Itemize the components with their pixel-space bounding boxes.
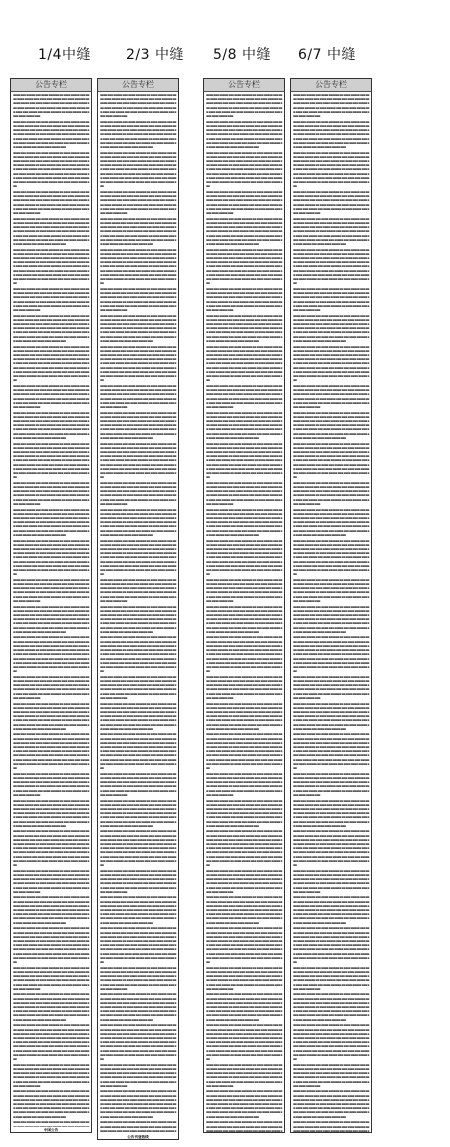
notice-paragraph: ▪▪▪▪ ▪▪▪ ▪▪▪▪▪ ▪▪▪ ▪▪▪▪ ▪▪▪▪▪▪ ▪▪ ▪▪▪▪ ▪▪▪▪▪ ▪▪▪ ▪▪▪▪ ▪▪▪▪ ▪▪▪▪▪ ▪▪▪ ▪▪▪▪ ▪▪▪ ▪▪▪▪▪ ▪▪▪ ▪▪▪▪ ▪▪▪▪▪▪ ▪▪ ▪▪▪▪ ▪▪▪▪▪ ▪▪▪ ▪▪▪▪ ▪▪▪▪ ▪▪▪▪▪ ▪▪▪ ▪▪▪▪ ▪▪▪ ▪▪▪▪▪ ▪▪▪ ▪▪▪▪ ▪▪▪▪▪▪ ▪▪ ▪▪▪▪ ▪▪▪▪▪ ▪▪▪ ▪▪▪▪ ▪▪▪▪ ▪▪▪▪▪ ▪▪▪ ▪▪▪▪ ▪▪▪ ▪▪▪▪▪ ▪▪▪ ▪▪▪▪ ▪▪▪▪▪▪ ▪▪ ▪▪▪▪ ▪▪▪▪▪ ▪▪▪ ▪▪▪▪ ▪▪▪▪ ▪▪▪▪▪ ▪▪▪ ▪▪▪▪ ▪▪▪ ▪▪▪▪▪ ▪▪▪ ▪▪▪▪ ▪▪▪▪▪▪ ▪▪ ▪▪▪▪ ▪▪▪▪▪ ▪▪▪ ▪▪▪▪ ▪▪▪▪ ▪▪▪▪▪ ▪▪▪ bbox=[13, 313, 89, 343]
notice-paragraph: ▪▪▪▪ ▪▪▪ ▪▪▪▪▪ ▪▪▪ ▪▪▪▪ ▪▪▪▪▪▪ ▪▪ ▪▪▪▪ ▪▪▪▪▪ ▪▪▪ ▪▪▪▪ ▪▪▪▪ ▪▪▪▪▪ ▪▪▪ ▪▪▪▪ ▪▪▪ ▪▪▪▪▪ ▪▪▪ ▪▪▪▪ ▪▪▪▪▪▪ ▪▪ ▪▪▪▪ ▪▪▪▪▪ ▪▪▪ ▪▪▪▪ ▪▪▪▪ ▪▪▪▪▪ ▪▪▪ ▪▪▪▪ ▪▪▪ ▪▪▪▪▪ ▪▪▪ ▪▪▪▪ ▪▪▪▪▪▪ ▪▪ ▪▪▪▪ ▪▪▪▪▪ ▪▪▪ ▪▪▪▪ ▪▪▪▪ ▪▪▪▪▪ ▪▪▪ ▪▪▪▪ ▪▪▪ ▪▪▪▪▪ ▪▪▪ ▪▪▪▪ ▪▪▪▪▪▪ ▪▪ ▪▪▪▪ ▪▪▪▪▪ ▪▪▪ ▪▪▪▪ ▪▪▪▪ ▪▪▪▪▪ ▪▪▪ bbox=[13, 771, 89, 797]
notice-paragraph: ▪▪▪▪ ▪▪▪ ▪▪▪▪▪ ▪▪▪ ▪▪▪▪ ▪▪▪▪▪▪ ▪▪ ▪▪▪▪ ▪▪▪▪▪ ▪▪▪ ▪▪▪▪ ▪▪▪▪ ▪▪▪▪▪ ▪▪▪ ▪▪▪▪ ▪▪▪ ▪▪▪▪▪ ▪▪▪ ▪▪▪▪ ▪▪▪▪▪▪ ▪▪ ▪▪▪▪ ▪▪▪▪▪ ▪▪▪ ▪▪▪▪ ▪▪▪▪ ▪▪▪▪▪ ▪▪▪ ▪▪▪▪ ▪▪▪ ▪▪▪▪▪ ▪▪▪ ▪▪▪▪ ▪▪▪▪▪▪ ▪▪ ▪▪▪▪ ▪▪▪▪▪ ▪▪▪ ▪▪▪▪ ▪▪▪▪ ▪▪▪▪▪ ▪▪▪ ▪▪▪▪ ▪▪▪ ▪▪▪▪▪ ▪▪▪ ▪▪▪▪ ▪▪▪▪▪▪ ▪▪ ▪▪▪▪ ▪▪▪▪▪ ▪▪▪ ▪▪▪▪ ▪▪▪▪ ▪▪▪▪▪ ▪▪▪ ▪▪▪▪ ▪▪▪ ▪▪▪▪▪ ▪▪▪ ▪▪▪▪ ▪▪▪▪▪▪ ▪▪ ▪▪▪▪ ▪▪▪▪▪ ▪▪▪ ▪▪▪▪ ▪▪▪▪ ▪▪▪▪▪ ▪▪▪ ▪▪▪▪ ▪▪▪ ▪▪▪▪▪ ▪▪▪ ▪▪▪▪ ▪▪▪▪▪▪ ▪▪ ▪▪▪▪ ▪▪▪▪▪ ▪▪▪ ▪▪▪▪ ▪▪▪▪ ▪▪▪▪▪ ▪▪▪ bbox=[293, 441, 369, 480]
notice-paragraph: ▪▪▪▪ ▪▪▪ ▪▪▪▪▪ ▪▪▪ ▪▪▪▪ ▪▪▪▪▪▪ ▪▪ ▪▪▪▪ ▪▪▪▪▪ ▪▪▪ ▪▪▪▪ ▪▪▪▪ ▪▪▪▪▪ ▪▪▪ ▪▪▪▪ ▪▪▪ ▪▪▪▪▪ ▪▪▪ ▪▪▪▪ ▪▪▪▪▪▪ ▪▪ ▪▪▪▪ ▪▪▪▪▪ ▪▪▪ ▪▪▪▪ ▪▪▪▪ ▪▪▪▪▪ ▪▪▪ ▪▪▪▪ ▪▪▪ ▪▪▪▪▪ ▪▪▪ ▪▪▪▪ ▪▪▪▪▪▪ ▪▪ ▪▪▪▪ ▪▪▪▪▪ ▪▪▪ ▪▪▪▪ ▪▪▪▪ ▪▪▪▪▪ ▪▪▪ ▪▪▪▪ ▪▪▪ ▪▪▪▪▪ ▪▪▪ ▪▪▪▪ ▪▪▪▪▪▪ ▪▪ ▪▪▪▪ ▪▪▪▪▪ ▪▪▪ ▪▪▪▪ ▪▪▪▪ ▪▪▪▪▪ ▪▪▪ ▪▪▪▪ ▪▪▪ ▪▪▪▪▪ ▪▪▪ ▪▪▪▪ ▪▪▪▪▪▪ ▪▪ ▪▪▪▪ ▪▪▪▪▪ ▪▪▪ ▪▪▪▪ ▪▪▪▪ ▪▪▪▪▪ ▪▪▪ ▪▪▪▪ ▪▪▪ ▪▪▪▪▪ ▪▪▪ ▪▪▪▪ ▪▪▪▪▪▪ ▪▪ ▪▪▪▪ ▪▪▪▪▪ ▪▪▪ ▪▪▪▪ ▪▪▪▪ ▪▪▪▪▪ ▪▪▪ bbox=[13, 344, 89, 383]
notice-paragraph: ▪▪▪▪ ▪▪▪ ▪▪▪▪▪ ▪▪▪ ▪▪▪▪ ▪▪▪▪▪▪ ▪▪ ▪▪▪▪ ▪▪▪▪▪ ▪▪▪ ▪▪▪▪ ▪▪▪▪ ▪▪▪▪▪ ▪▪▪ ▪▪▪▪ ▪▪▪ ▪▪▪▪▪ ▪▪▪ ▪▪▪▪ ▪▪▪▪▪▪ ▪▪ ▪▪▪▪ ▪▪▪▪▪ ▪▪▪ ▪▪▪▪ ▪▪▪▪ ▪▪▪▪▪ ▪▪▪ ▪▪▪▪ ▪▪▪ ▪▪▪▪▪ ▪▪▪ ▪▪▪▪ ▪▪▪▪▪▪ ▪▪ ▪▪▪▪ ▪▪▪▪▪ ▪▪▪ ▪▪▪▪ ▪▪▪▪ ▪▪▪▪▪ ▪▪▪ ▪▪▪▪ ▪▪▪ ▪▪▪▪▪ ▪▪▪ ▪▪▪▪ ▪▪▪▪▪▪ ▪▪ ▪▪▪▪ ▪▪▪▪▪ ▪▪▪ ▪▪▪▪ ▪▪▪▪ ▪▪▪▪▪ ▪▪▪ bbox=[206, 93, 282, 119]
notice-paragraph: ▪▪▪▪ ▪▪▪ ▪▪▪▪▪ ▪▪▪ ▪▪▪▪ ▪▪▪▪▪▪ ▪▪ ▪▪▪▪ ▪▪▪▪▪ ▪▪▪ ▪▪▪▪ ▪▪▪▪ ▪▪▪▪▪ ▪▪▪ ▪▪▪▪ ▪▪▪ ▪▪▪▪▪ ▪▪▪ ▪▪▪▪ ▪▪▪▪▪▪ ▪▪ ▪▪▪▪ ▪▪▪▪▪ ▪▪▪ ▪▪▪▪ ▪▪▪▪ ▪▪▪▪▪ ▪▪▪ ▪▪▪▪ ▪▪▪ ▪▪▪▪▪ ▪▪▪ ▪▪▪▪ ▪▪▪▪▪▪ ▪▪ ▪▪▪▪ ▪▪▪▪▪ ▪▪▪ ▪▪▪▪ ▪▪▪▪ ▪▪▪▪▪ ▪▪▪ ▪▪▪▪ ▪▪▪ ▪▪▪▪▪ ▪▪▪ ▪▪▪▪ ▪▪▪▪▪▪ ▪▪ ▪▪▪▪ ▪▪▪▪▪ ▪▪▪ ▪▪▪▪ ▪▪▪▪ ▪▪▪▪▪ ▪▪▪ ▪▪▪▪ ▪▪▪ ▪▪▪▪▪ ▪▪▪ ▪▪▪▪ ▪▪▪▪▪▪ ▪▪ ▪▪▪▪ ▪▪▪▪▪ ▪▪▪ ▪▪▪▪ ▪▪▪▪ ▪▪▪▪▪ ▪▪▪ bbox=[293, 507, 369, 537]
notice-paragraph: ▪▪▪▪ ▪▪▪ ▪▪▪▪▪ ▪▪▪ ▪▪▪▪ ▪▪▪▪▪▪ ▪▪ ▪▪▪▪ ▪▪▪▪▪ ▪▪▪ ▪▪▪▪ ▪▪▪▪ ▪▪▪▪▪ ▪▪▪ ▪▪▪▪ ▪▪▪ ▪▪▪▪▪ ▪▪▪ ▪▪▪▪ ▪▪▪▪▪▪ ▪▪ ▪▪▪▪ ▪▪▪▪▪ ▪▪▪ ▪▪▪▪ ▪▪▪▪ ▪▪▪▪▪ ▪▪▪ ▪▪▪▪ ▪▪▪ ▪▪▪▪▪ ▪▪▪ ▪▪▪▪ ▪▪▪▪▪▪ ▪▪ ▪▪▪▪ ▪▪▪▪▪ ▪▪▪ ▪▪▪▪ ▪▪▪▪ ▪▪▪▪▪ ▪▪▪ ▪▪▪▪ ▪▪▪ ▪▪▪▪▪ ▪▪▪ ▪▪▪▪ ▪▪▪▪▪▪ ▪▪ ▪▪▪▪ ▪▪▪▪▪ ▪▪▪ ▪▪▪▪ ▪▪▪▪ ▪▪▪▪▪ ▪▪▪ bbox=[100, 577, 176, 603]
notice-paragraph: ▪▪▪▪ ▪▪▪ ▪▪▪▪▪ ▪▪▪ ▪▪▪▪ ▪▪▪▪▪▪ ▪▪ ▪▪▪▪ ▪▪▪▪▪ ▪▪▪ ▪▪▪▪ ▪▪▪▪ ▪▪▪▪▪ ▪▪▪ ▪▪▪▪ ▪▪▪ ▪▪▪▪▪ ▪▪▪ ▪▪▪▪ ▪▪▪▪▪▪ ▪▪ ▪▪▪▪ ▪▪▪▪▪ ▪▪▪ ▪▪▪▪ ▪▪▪▪ ▪▪▪▪▪ ▪▪▪ ▪▪▪▪ ▪▪▪ ▪▪▪▪▪ ▪▪▪ ▪▪▪▪ ▪▪▪▪▪▪ ▪▪ ▪▪▪▪ ▪▪▪▪▪ ▪▪▪ ▪▪▪▪ ▪▪▪▪ ▪▪▪▪▪ ▪▪▪ ▪▪▪▪ ▪▪▪ ▪▪▪▪▪ ▪▪▪ ▪▪▪▪ ▪▪▪▪▪▪ ▪▪ ▪▪▪▪ ▪▪▪▪▪ ▪▪▪ ▪▪▪▪ ▪▪▪▪ ▪▪▪▪▪ ▪▪▪ ▪▪▪▪ ▪▪▪ ▪▪▪▪▪ ▪▪▪ ▪▪▪▪ ▪▪▪▪▪▪ ▪▪ ▪▪▪▪ ▪▪▪▪▪ ▪▪▪ ▪▪▪▪ ▪▪▪▪ ▪▪▪▪▪ ▪▪▪ bbox=[206, 410, 282, 440]
notice-paragraph: ▪▪▪▪ ▪▪▪ ▪▪▪▪▪ ▪▪▪ ▪▪▪▪ ▪▪▪▪▪▪ ▪▪ ▪▪▪▪ ▪▪▪▪▪ ▪▪▪ ▪▪▪▪ ▪▪▪▪ ▪▪▪▪▪ ▪▪▪ ▪▪▪▪ ▪▪▪ ▪▪▪▪▪ ▪▪▪ ▪▪▪▪ ▪▪▪▪▪▪ ▪▪ ▪▪▪▪ ▪▪▪▪▪ ▪▪▪ ▪▪▪▪ ▪▪▪▪ ▪▪▪▪▪ ▪▪▪ ▪▪▪▪ ▪▪▪ ▪▪▪▪▪ ▪▪▪ ▪▪▪▪ ▪▪▪▪▪▪ ▪▪ ▪▪▪▪ ▪▪▪▪▪ ▪▪▪ ▪▪▪▪ ▪▪▪▪ ▪▪▪▪▪ ▪▪▪ ▪▪▪▪ ▪▪▪ ▪▪▪▪▪ ▪▪▪ ▪▪▪▪ ▪▪▪▪▪▪ ▪▪ ▪▪▪▪ ▪▪▪▪▪ ▪▪▪ ▪▪▪▪ ▪▪▪▪ ▪▪▪▪▪ ▪▪▪ ▪▪▪▪ ▪▪▪ ▪▪▪▪▪ ▪▪▪ ▪▪▪▪ ▪▪▪▪▪▪ ▪▪ ▪▪▪▪ ▪▪▪▪▪ ▪▪▪ ▪▪▪▪ ▪▪▪▪ ▪▪▪▪▪ ▪▪▪ bbox=[13, 992, 89, 1022]
notice-paragraph: ▪▪▪▪ ▪▪▪ ▪▪▪▪▪ ▪▪▪ ▪▪▪▪ ▪▪▪▪▪▪ ▪▪ ▪▪▪▪ ▪▪▪▪▪ ▪▪▪ ▪▪▪▪ ▪▪▪▪ ▪▪▪▪▪ ▪▪▪ ▪▪▪▪ ▪▪▪ ▪▪▪▪▪ ▪▪▪ ▪▪▪▪ ▪▪▪▪▪▪ ▪▪ ▪▪▪▪ ▪▪▪▪▪ ▪▪▪ ▪▪▪▪ ▪▪▪▪ ▪▪▪▪▪ ▪▪▪ ▪▪▪▪ ▪▪▪ ▪▪▪▪▪ ▪▪▪ ▪▪▪▪ ▪▪▪▪▪▪ ▪▪ ▪▪▪▪ ▪▪▪▪▪ ▪▪▪ ▪▪▪▪ ▪▪▪▪ ▪▪▪▪▪ ▪▪▪ ▪▪▪▪ ▪▪▪ ▪▪▪▪▪ ▪▪▪ ▪▪▪▪ ▪▪▪▪▪▪ ▪▪ ▪▪▪▪ ▪▪▪▪▪ ▪▪▪ ▪▪▪▪ ▪▪▪▪ ▪▪▪▪▪ ▪▪▪ ▪▪▪▪ ▪▪▪ ▪▪▪▪▪ ▪▪▪ ▪▪▪▪ ▪▪▪▪▪▪ ▪▪ ▪▪▪▪ ▪▪▪▪▪ ▪▪▪ ▪▪▪▪ ▪▪▪▪ ▪▪▪▪▪ ▪▪▪ ▪▪▪▪ ▪▪▪ ▪▪▪▪▪ ▪▪▪ ▪▪▪▪ ▪▪▪▪▪▪ ▪▪ ▪▪▪▪ ▪▪▪▪▪ ▪▪▪ ▪▪▪▪ ▪▪▪▪ ▪▪▪▪▪ ▪▪▪ bbox=[206, 150, 282, 189]
notice-paragraph: ▪▪▪▪ ▪▪▪ ▪▪▪▪▪ ▪▪▪ ▪▪▪▪ ▪▪▪▪▪▪ ▪▪ ▪▪▪▪ ▪▪▪▪▪ ▪▪▪ ▪▪▪▪ ▪▪▪▪ ▪▪▪▪▪ ▪▪▪ ▪▪▪▪ ▪▪▪ ▪▪▪▪▪ ▪▪▪ ▪▪▪▪ ▪▪▪▪▪▪ ▪▪ ▪▪▪▪ ▪▪▪▪▪ ▪▪▪ ▪▪▪▪ ▪▪▪▪ ▪▪▪▪▪ ▪▪▪ ▪▪▪▪ ▪▪▪ ▪▪▪▪▪ ▪▪▪ ▪▪▪▪ ▪▪▪▪▪▪ ▪▪ ▪▪▪▪ ▪▪▪▪▪ ▪▪▪ ▪▪▪▪ ▪▪▪▪ ▪▪▪▪▪ ▪▪▪ ▪▪▪▪ ▪▪▪ ▪▪▪▪▪ ▪▪▪ ▪▪▪▪ ▪▪▪▪▪▪ ▪▪ ▪▪▪▪ ▪▪▪▪▪ ▪▪▪ ▪▪▪▪ ▪▪▪▪ ▪▪▪▪▪ ▪▪▪ ▪▪▪▪ ▪▪▪ ▪▪▪▪▪ ▪▪▪ ▪▪▪▪ ▪▪▪▪▪▪ ▪▪ ▪▪▪▪ ▪▪▪▪▪ ▪▪▪ ▪▪▪▪ ▪▪▪▪ ▪▪▪▪▪ ▪▪▪ bbox=[100, 313, 176, 343]
notice-paragraph: ▪▪▪▪ ▪▪▪ ▪▪▪▪▪ ▪▪▪ ▪▪▪▪ ▪▪▪▪▪▪ ▪▪ ▪▪▪▪ ▪▪▪▪▪ ▪▪▪ ▪▪▪▪ ▪▪▪▪ ▪▪▪▪▪ ▪▪▪ ▪▪▪▪ ▪▪▪ ▪▪▪▪▪ ▪▪▪ ▪▪▪▪ ▪▪▪▪▪▪ ▪▪ ▪▪▪▪ ▪▪▪▪▪ ▪▪▪ ▪▪▪▪ ▪▪▪▪ ▪▪▪▪▪ ▪▪▪ ▪▪▪▪ ▪▪▪ ▪▪▪▪▪ ▪▪▪ ▪▪▪▪ ▪▪▪▪▪▪ ▪▪ ▪▪▪▪ ▪▪▪▪▪ ▪▪▪ ▪▪▪▪ ▪▪▪▪ ▪▪▪▪▪ ▪▪▪ ▪▪▪▪ ▪▪▪ ▪▪▪▪▪ ▪▪▪ ▪▪▪▪ ▪▪▪▪▪▪ ▪▪ ▪▪▪▪ ▪▪▪▪▪ ▪▪▪ ▪▪▪▪ ▪▪▪▪ ▪▪▪▪▪ ▪▪▪ bbox=[100, 93, 176, 119]
notice-paragraph: ▪▪▪▪ ▪▪▪ ▪▪▪▪▪ ▪▪▪ ▪▪▪▪ ▪▪▪▪▪▪ ▪▪ ▪▪▪▪ ▪▪▪▪▪ ▪▪▪ ▪▪▪▪ ▪▪▪▪ ▪▪▪▪▪ ▪▪▪ ▪▪▪▪ ▪▪▪ ▪▪▪▪▪ ▪▪▪ ▪▪▪▪ ▪▪▪▪▪▪ ▪▪ ▪▪▪▪ ▪▪▪▪▪ ▪▪▪ ▪▪▪▪ ▪▪▪▪ ▪▪▪▪▪ ▪▪▪ ▪▪▪▪ ▪▪▪ ▪▪▪▪▪ ▪▪▪ ▪▪▪▪ ▪▪▪▪▪▪ ▪▪ ▪▪▪▪ ▪▪▪▪▪ ▪▪▪ ▪▪▪▪ ▪▪▪▪ ▪▪▪▪▪ ▪▪▪ ▪▪▪▪ ▪▪▪ ▪▪▪▪▪ ▪▪▪ ▪▪▪▪ ▪▪▪▪▪▪ ▪▪ ▪▪▪▪ ▪▪▪▪▪ ▪▪▪ ▪▪▪▪ ▪▪▪▪ ▪▪▪▪▪ ▪▪▪ ▪▪▪▪ ▪▪▪ ▪▪▪▪▪ ▪▪▪ ▪▪▪▪ ▪▪▪▪▪▪ ▪▪ ▪▪▪▪ ▪▪▪▪▪ ▪▪▪ ▪▪▪▪ ▪▪▪▪ ▪▪▪▪▪ ▪▪▪ bbox=[293, 895, 369, 925]
notice-paragraph: ▪▪▪▪ ▪▪▪ ▪▪▪▪▪ ▪▪▪ ▪▪▪▪ ▪▪▪▪▪▪ ▪▪ ▪▪▪▪ ▪▪▪▪▪ ▪▪▪ ▪▪▪▪ ▪▪▪▪ ▪▪▪▪▪ ▪▪▪ ▪▪▪▪ ▪▪▪ ▪▪▪▪▪ ▪▪▪ ▪▪▪▪ ▪▪▪▪▪▪ ▪▪ ▪▪▪▪ ▪▪▪▪▪ ▪▪▪ ▪▪▪▪ ▪▪▪▪ ▪▪▪▪▪ ▪▪▪ ▪▪▪▪ ▪▪▪ ▪▪▪▪▪ ▪▪▪ ▪▪▪▪ ▪▪▪▪▪▪ ▪▪ ▪▪▪▪ ▪▪▪▪▪ ▪▪▪ ▪▪▪▪ ▪▪▪▪ ▪▪▪▪▪ ▪▪▪ ▪▪▪▪ ▪▪▪ ▪▪▪▪▪ ▪▪▪ ▪▪▪▪ ▪▪▪▪▪▪ ▪▪ ▪▪▪▪ ▪▪▪▪▪ ▪▪▪ ▪▪▪▪ ▪▪▪▪ ▪▪▪▪▪ ▪▪▪ ▪▪▪▪ ▪▪▪ ▪▪▪▪▪ ▪▪▪ ▪▪▪▪ ▪▪▪▪▪▪ ▪▪ ▪▪▪▪ ▪▪▪▪▪ ▪▪▪ ▪▪▪▪ ▪▪▪▪ ▪▪▪▪▪ ▪▪▪ ▪▪▪▪ ▪▪▪ ▪▪▪▪▪ ▪▪▪ ▪▪▪▪ ▪▪▪▪▪▪ ▪▪ ▪▪▪▪ ▪▪▪▪▪ ▪▪▪ ▪▪▪▪ ▪▪▪▪ ▪▪▪▪▪ ▪▪▪ bbox=[13, 732, 89, 771]
notice-paragraph: ▪▪▪▪ ▪▪▪ ▪▪▪▪▪ ▪▪▪ ▪▪▪▪ ▪▪▪▪▪▪ ▪▪ ▪▪▪▪ ▪▪▪▪▪ ▪▪▪ ▪▪▪▪ ▪▪▪▪ ▪▪▪▪▪ ▪▪▪ ▪▪▪▪ ▪▪▪ ▪▪▪▪▪ ▪▪▪ ▪▪▪▪ ▪▪▪▪▪▪ ▪▪ ▪▪▪▪ ▪▪▪▪▪ ▪▪▪ ▪▪▪▪ ▪▪▪▪ ▪▪▪▪▪ ▪▪▪ ▪▪▪▪ ▪▪▪ ▪▪▪▪▪ ▪▪▪ ▪▪▪▪ ▪▪▪▪▪▪ ▪▪ ▪▪▪▪ ▪▪▪▪▪ ▪▪▪ ▪▪▪▪ ▪▪▪▪ ▪▪▪▪▪ ▪▪▪ ▪▪▪▪ ▪▪▪ ▪▪▪▪▪ ▪▪▪ ▪▪▪▪ ▪▪▪▪▪▪ ▪▪ ▪▪▪▪ ▪▪▪▪▪ ▪▪▪ ▪▪▪▪ ▪▪▪▪ ▪▪▪▪▪ ▪▪▪ ▪▪▪▪ ▪▪▪ ▪▪▪▪▪ ▪▪▪ ▪▪▪▪ ▪▪▪▪▪▪ ▪▪ ▪▪▪▪ ▪▪▪▪▪ ▪▪▪ ▪▪▪▪ ▪▪▪▪ ▪▪▪▪▪ ▪▪▪ ▪▪▪▪ ▪▪▪ ▪▪▪▪▪ ▪▪▪ ▪▪▪▪ ▪▪▪▪▪▪ ▪▪ ▪▪▪▪ ▪▪▪▪▪ ▪▪▪ ▪▪▪▪ ▪▪▪▪ ▪▪▪▪▪ ▪▪▪ bbox=[13, 150, 89, 189]
notice-paragraph: ▪▪▪▪ ▪▪▪ ▪▪▪▪▪ ▪▪▪ ▪▪▪▪ ▪▪▪▪▪▪ ▪▪ ▪▪▪▪ ▪▪▪▪▪ ▪▪▪ ▪▪▪▪ ▪▪▪▪ ▪▪▪▪▪ ▪▪▪ ▪▪▪▪ ▪▪▪ ▪▪▪▪▪ ▪▪▪ ▪▪▪▪ ▪▪▪▪▪▪ ▪▪ ▪▪▪▪ ▪▪▪▪▪ ▪▪▪ ▪▪▪▪ ▪▪▪▪ ▪▪▪▪▪ ▪▪▪ ▪▪▪▪ ▪▪▪ ▪▪▪▪▪ ▪▪▪ ▪▪▪▪ ▪▪▪▪▪▪ ▪▪ ▪▪▪▪ ▪▪▪▪▪ ▪▪▪ ▪▪▪▪ ▪▪▪▪ ▪▪▪▪▪ ▪▪▪ ▪▪▪▪ ▪▪▪ ▪▪▪▪▪ ▪▪▪ ▪▪▪▪ ▪▪▪▪▪▪ ▪▪ ▪▪▪▪ ▪▪▪▪▪ ▪▪▪ ▪▪▪▪ ▪▪▪▪ ▪▪▪▪▪ ▪▪▪ ▪▪▪▪ ▪▪▪ ▪▪▪▪▪ ▪▪▪ ▪▪▪▪ ▪▪▪▪▪▪ ▪▪ ▪▪▪▪ ▪▪▪▪▪ ▪▪▪ ▪▪▪▪ ▪▪▪▪ ▪▪▪▪▪ ▪▪▪ ▪▪▪▪ ▪▪▪ ▪▪▪▪▪ ▪▪▪ ▪▪▪▪ ▪▪▪▪▪▪ ▪▪ ▪▪▪▪ ▪▪▪▪▪ ▪▪▪ ▪▪▪▪ ▪▪▪▪ ▪▪▪▪▪ ▪▪▪ bbox=[206, 344, 282, 383]
notice-paragraph: ▪▪▪▪ ▪▪▪ ▪▪▪▪▪ ▪▪▪ ▪▪▪▪ ▪▪▪▪▪▪ ▪▪ ▪▪▪▪ ▪▪▪▪▪ ▪▪▪ ▪▪▪▪ ▪▪▪▪ ▪▪▪▪▪ ▪▪▪ ▪▪▪▪ ▪▪▪ ▪▪▪▪▪ ▪▪▪ ▪▪▪▪ ▪▪▪▪▪▪ ▪▪ ▪▪▪▪ ▪▪▪▪▪ ▪▪▪ ▪▪▪▪ ▪▪▪▪ ▪▪▪▪▪ ▪▪▪ ▪▪▪▪ ▪▪▪ ▪▪▪▪▪ ▪▪▪ ▪▪▪▪ ▪▪▪▪▪▪ ▪▪ ▪▪▪▪ ▪▪▪▪▪ ▪▪▪ ▪▪▪▪ ▪▪▪▪ ▪▪▪▪▪ ▪▪▪ ▪▪▪▪ ▪▪▪ ▪▪▪▪▪ ▪▪▪ ▪▪▪▪ ▪▪▪▪▪▪ ▪▪ ▪▪▪▪ ▪▪▪▪▪ ▪▪▪ ▪▪▪▪ ▪▪▪▪ ▪▪▪▪▪ ▪▪▪ ▪▪▪▪ ▪▪▪ ▪▪▪▪▪ ▪▪▪ ▪▪▪▪ ▪▪▪▪▪▪ ▪▪ ▪▪▪▪ ▪▪▪▪▪ ▪▪▪ ▪▪▪▪ ▪▪▪▪ ▪▪▪▪▪ ▪▪▪ ▪▪▪▪ ▪▪▪ ▪▪▪▪▪ ▪▪▪ ▪▪▪▪ ▪▪▪▪▪▪ ▪▪ ▪▪▪▪ ▪▪▪▪▪ ▪▪▪ ▪▪▪▪ ▪▪▪▪ ▪▪▪▪▪ ▪▪▪ bbox=[293, 538, 369, 577]
notice-paragraph: ▪▪▪▪ ▪▪▪ ▪▪▪▪▪ ▪▪▪ ▪▪▪▪ ▪▪▪▪▪▪ ▪▪ ▪▪▪▪ ▪▪▪▪▪ ▪▪▪ ▪▪▪▪ ▪▪▪▪ ▪▪▪▪▪ ▪▪▪ ▪▪▪▪ ▪▪▪ ▪▪▪▪▪ ▪▪▪ ▪▪▪▪ ▪▪▪▪▪▪ ▪▪ ▪▪▪▪ ▪▪▪▪▪ ▪▪▪ ▪▪▪▪ ▪▪▪▪ ▪▪▪▪▪ ▪▪▪ ▪▪▪▪ ▪▪▪ ▪▪▪▪▪ ▪▪▪ ▪▪▪▪ ▪▪▪▪▪▪ ▪▪ ▪▪▪▪ ▪▪▪▪▪ ▪▪▪ ▪▪▪▪ ▪▪▪▪ ▪▪▪▪▪ ▪▪▪ ▪▪▪▪ ▪▪▪ ▪▪▪▪▪ ▪▪▪ ▪▪▪▪ ▪▪▪▪▪▪ ▪▪ ▪▪▪▪ ▪▪▪▪▪ ▪▪▪ ▪▪▪▪ ▪▪▪▪ ▪▪▪▪▪ ▪▪▪ ▪▪▪▪ ▪▪▪ ▪▪▪▪▪ ▪▪▪ ▪▪▪▪ ▪▪▪▪▪▪ ▪▪ ▪▪▪▪ ▪▪▪▪▪ ▪▪▪ ▪▪▪▪ ▪▪▪▪ ▪▪▪▪▪ ▪▪▪ bbox=[206, 313, 282, 343]
notice-paragraph: ▪▪▪▪ ▪▪▪ ▪▪▪▪▪ ▪▪▪ ▪▪▪▪ ▪▪▪▪▪▪ ▪▪ ▪▪▪▪ ▪▪▪▪▪ ▪▪▪ ▪▪▪▪ ▪▪▪▪ ▪▪▪▪▪ ▪▪▪ ▪▪▪▪ ▪▪▪ ▪▪▪▪▪ ▪▪▪ ▪▪▪▪ ▪▪▪▪▪▪ ▪▪ ▪▪▪▪ ▪▪▪▪▪ ▪▪▪ ▪▪▪▪ ▪▪▪▪ ▪▪▪▪▪ ▪▪▪ ▪▪▪▪ ▪▪▪ ▪▪▪▪▪ ▪▪▪ ▪▪▪▪ ▪▪▪▪▪▪ ▪▪ ▪▪▪▪ ▪▪▪▪▪ ▪▪▪ ▪▪▪▪ ▪▪▪▪ ▪▪▪▪▪ ▪▪▪ ▪▪▪▪ ▪▪▪ ▪▪▪▪▪ ▪▪▪ ▪▪▪▪ ▪▪▪▪▪▪ ▪▪ ▪▪▪▪ ▪▪▪▪▪ ▪▪▪ ▪▪▪▪ ▪▪▪▪ ▪▪▪▪▪ ▪▪▪ bbox=[100, 771, 176, 797]
notice-paragraph: ▪▪▪▪ ▪▪▪ ▪▪▪▪▪ ▪▪▪ ▪▪▪▪ ▪▪▪▪▪▪ ▪▪ ▪▪▪▪ ▪▪▪▪▪ ▪▪▪ ▪▪▪▪ ▪▪▪▪ ▪▪▪▪▪ ▪▪▪ ▪▪▪▪ ▪▪▪ ▪▪▪▪▪ ▪▪▪ ▪▪▪▪ ▪▪▪▪▪▪ ▪▪ ▪▪▪▪ ▪▪▪▪▪ ▪▪▪ ▪▪▪▪ ▪▪▪▪ ▪▪▪▪▪ ▪▪▪ ▪▪▪▪ ▪▪▪ ▪▪▪▪▪ ▪▪▪ ▪▪▪▪ ▪▪▪▪▪▪ ▪▪ ▪▪▪▪ ▪▪▪▪▪ ▪▪▪ ▪▪▪▪ ▪▪▪▪ ▪▪▪▪▪ ▪▪▪ ▪▪▪▪ ▪▪▪ ▪▪▪▪▪ ▪▪▪ ▪▪▪▪ ▪▪▪▪▪▪ ▪▪ ▪▪▪▪ ▪▪▪▪▪ ▪▪▪ ▪▪▪▪ ▪▪▪▪ ▪▪▪▪▪ ▪▪▪ ▪▪▪▪ ▪▪▪ ▪▪▪▪▪ ▪▪▪ ▪▪▪▪ ▪▪▪▪▪▪ ▪▪ ▪▪▪▪ ▪▪▪▪▪ ▪▪▪ ▪▪▪▪ ▪▪▪▪ ▪▪▪▪▪ ▪▪▪ ▪▪▪▪ ▪▪▪ ▪▪▪▪▪ ▪▪▪ ▪▪▪▪ ▪▪▪▪▪▪ ▪▪ ▪▪▪▪ ▪▪▪▪▪ ▪▪▪ ▪▪▪▪ ▪▪▪▪ ▪▪▪▪▪ ▪▪▪ bbox=[100, 926, 176, 965]
notice-paragraph: ▪▪▪▪ ▪▪▪ ▪▪▪▪▪ ▪▪▪ ▪▪▪▪ ▪▪▪▪▪▪ ▪▪ ▪▪▪▪ ▪▪▪▪▪ ▪▪▪ ▪▪▪▪ ▪▪▪▪ ▪▪▪▪▪ ▪▪▪ ▪▪▪▪ ▪▪▪ ▪▪▪▪▪ ▪▪▪ ▪▪▪▪ ▪▪▪▪▪▪ ▪▪ ▪▪▪▪ ▪▪▪▪▪ ▪▪▪ ▪▪▪▪ ▪▪▪▪ ▪▪▪▪▪ ▪▪▪ ▪▪▪▪ ▪▪▪ ▪▪▪▪▪ ▪▪▪ ▪▪▪▪ ▪▪▪▪▪▪ ▪▪ ▪▪▪▪ ▪▪▪▪▪ ▪▪▪ ▪▪▪▪ ▪▪▪▪ ▪▪▪▪▪ ▪▪▪ ▪▪▪▪ ▪▪▪ ▪▪▪▪▪ ▪▪▪ ▪▪▪▪ ▪▪▪▪▪▪ ▪▪ ▪▪▪▪ ▪▪▪▪▪ ▪▪▪ ▪▪▪▪ ▪▪▪▪ ▪▪▪▪▪ ▪▪▪ ▪▪▪▪ ▪▪▪ ▪▪▪▪▪ ▪▪▪ ▪▪▪▪ ▪▪▪▪▪▪ ▪▪ ▪▪▪▪ ▪▪▪▪▪ ▪▪▪ ▪▪▪▪ ▪▪▪▪ ▪▪▪▪▪ ▪▪▪ ▪▪▪▪ ▪▪▪ ▪▪▪▪▪ ▪▪▪ ▪▪▪▪ ▪▪▪▪▪▪ ▪▪ ▪▪▪▪ ▪▪▪▪▪ ▪▪▪ ▪▪▪▪ ▪▪▪▪ ▪▪▪▪▪ ▪▪▪ bbox=[13, 635, 89, 674]
notice-paragraph: ▪▪▪▪ ▪▪▪ ▪▪▪▪▪ ▪▪▪ ▪▪▪▪ ▪▪▪▪▪▪ ▪▪ ▪▪▪▪ ▪▪▪▪▪ ▪▪▪ ▪▪▪▪ ▪▪▪▪ ▪▪▪▪▪ ▪▪▪ ▪▪▪▪ ▪▪▪ ▪▪▪▪▪ ▪▪▪ ▪▪▪▪ ▪▪▪▪▪▪ ▪▪ ▪▪▪▪ ▪▪▪▪▪ ▪▪▪ ▪▪▪▪ ▪▪▪▪ ▪▪▪▪▪ ▪▪▪ ▪▪▪▪ ▪▪▪ ▪▪▪▪▪ ▪▪▪ ▪▪▪▪ ▪▪▪▪▪▪ ▪▪ ▪▪▪▪ ▪▪▪▪▪ ▪▪▪ ▪▪▪▪ ▪▪▪▪ ▪▪▪▪▪ ▪▪▪ ▪▪▪▪ ▪▪▪ ▪▪▪▪▪ ▪▪▪ ▪▪▪▪ ▪▪▪▪▪▪ ▪▪ ▪▪▪▪ ▪▪▪▪▪ ▪▪▪ ▪▪▪▪ ▪▪▪▪ ▪▪▪▪▪ ▪▪▪ ▪▪▪▪ ▪▪▪ ▪▪▪▪▪ ▪▪▪ ▪▪▪▪ ▪▪▪▪▪▪ ▪▪ ▪▪▪▪ ▪▪▪▪▪ ▪▪▪ ▪▪▪▪ ▪▪▪▪ ▪▪▪▪▪ ▪▪▪ ▪▪▪▪ ▪▪▪ ▪▪▪▪▪ ▪▪▪ ▪▪▪▪ ▪▪▪▪▪▪ ▪▪ ▪▪▪▪ ▪▪▪▪▪ ▪▪▪ ▪▪▪▪ ▪▪▪▪ ▪▪▪▪▪ ▪▪▪ bbox=[206, 1023, 282, 1061]
notice-paragraph: ▪▪▪▪ ▪▪▪ ▪▪▪▪▪ ▪▪▪ ▪▪▪▪ ▪▪▪▪▪▪ ▪▪ ▪▪▪▪ ▪▪▪▪▪ ▪▪▪ ▪▪▪▪ ▪▪▪▪ ▪▪▪▪▪ ▪▪▪ ▪▪▪▪ ▪▪▪ ▪▪▪▪▪ ▪▪▪ ▪▪▪▪ ▪▪▪▪▪▪ ▪▪ ▪▪▪▪ ▪▪▪▪▪ ▪▪▪ ▪▪▪▪ ▪▪▪▪ ▪▪▪▪▪ ▪▪▪ ▪▪▪▪ ▪▪▪ ▪▪▪▪▪ ▪▪▪ ▪▪▪▪ ▪▪▪▪▪▪ ▪▪ ▪▪▪▪ ▪▪▪▪▪ ▪▪▪ ▪▪▪▪ ▪▪▪▪ ▪▪▪▪▪ ▪▪▪ ▪▪▪▪ ▪▪▪ ▪▪▪▪▪ ▪▪▪ ▪▪▪▪ ▪▪▪▪▪▪ ▪▪ ▪▪▪▪ ▪▪▪▪▪ ▪▪▪ ▪▪▪▪ ▪▪▪▪ ▪▪▪▪▪ ▪▪▪ ▪▪▪▪ ▪▪▪ ▪▪▪▪▪ ▪▪▪ ▪▪▪▪ ▪▪▪▪▪▪ ▪▪ ▪▪▪▪ ▪▪▪▪▪ ▪▪▪ ▪▪▪▪ ▪▪▪▪ ▪▪▪▪▪ ▪▪▪ ▪▪▪▪ ▪▪▪ ▪▪▪▪▪ ▪▪▪ ▪▪▪▪ ▪▪▪▪▪▪ ▪▪ ▪▪▪▪ ▪▪▪▪▪ ▪▪▪ ▪▪▪▪ ▪▪▪▪ ▪▪▪▪▪ ▪▪▪ bbox=[13, 1023, 89, 1061]
notice-paragraph: ▪▪▪▪ ▪▪▪ ▪▪▪▪▪ ▪▪▪ ▪▪▪▪ ▪▪▪▪▪▪ ▪▪ ▪▪▪▪ ▪▪▪▪▪ ▪▪▪ ▪▪▪▪ ▪▪▪▪ ▪▪▪▪▪ ▪▪▪ ▪▪▪▪ ▪▪▪ ▪▪▪▪▪ ▪▪▪ ▪▪▪▪ ▪▪▪▪▪▪ ▪▪ ▪▪▪▪ ▪▪▪▪▪ ▪▪▪ ▪▪▪▪ ▪▪▪▪ ▪▪▪▪▪ ▪▪▪ ▪▪▪▪ ▪▪▪ ▪▪▪▪▪ ▪▪▪ ▪▪▪▪ ▪▪▪▪▪▪ ▪▪ ▪▪▪▪ ▪▪▪▪▪ ▪▪▪ ▪▪▪▪ ▪▪▪▪ ▪▪▪▪▪ ▪▪▪ ▪▪▪▪ ▪▪▪ ▪▪▪▪▪ ▪▪▪ ▪▪▪▪ ▪▪▪▪▪▪ ▪▪ ▪▪▪▪ ▪▪▪▪▪ ▪▪▪ ▪▪▪▪ ▪▪▪▪ ▪▪▪▪▪ ▪▪▪ bbox=[100, 1062, 176, 1088]
notice-paragraph: ▪▪▪▪ ▪▪▪ ▪▪▪▪▪ ▪▪▪ ▪▪▪▪ ▪▪▪▪▪▪ ▪▪ ▪▪▪▪ ▪▪▪▪▪ ▪▪▪ ▪▪▪▪ ▪▪▪▪ ▪▪▪▪▪ ▪▪▪ ▪▪▪▪ ▪▪▪ ▪▪▪▪▪ ▪▪▪ ▪▪▪▪ ▪▪▪▪▪▪ ▪▪ ▪▪▪▪ ▪▪▪▪▪ ▪▪▪ ▪▪▪▪ ▪▪▪▪ ▪▪▪▪▪ ▪▪▪ ▪▪▪▪ ▪▪▪ ▪▪▪▪▪ ▪▪▪ ▪▪▪▪ ▪▪▪▪▪▪ ▪▪ ▪▪▪▪ ▪▪▪▪▪ ▪▪▪ ▪▪▪▪ ▪▪▪▪ ▪▪▪▪▪ ▪▪▪ ▪▪▪▪ ▪▪▪ ▪▪▪▪▪ ▪▪▪ ▪▪▪▪ ▪▪▪▪▪▪ ▪▪ ▪▪▪▪ ▪▪▪▪▪ ▪▪▪ ▪▪▪▪ ▪▪▪▪ ▪▪▪▪▪ ▪▪▪ ▪▪▪▪ ▪▪▪ ▪▪▪▪▪ ▪▪▪ ▪▪▪▪ ▪▪▪▪▪▪ ▪▪ ▪▪▪▪ ▪▪▪▪▪ ▪▪▪ ▪▪▪▪ ▪▪▪▪ ▪▪▪▪▪ ▪▪▪ bbox=[206, 798, 282, 828]
notice-paragraph: ▪▪▪▪ ▪▪▪ ▪▪▪▪▪ ▪▪▪ ▪▪▪▪ ▪▪▪▪▪▪ ▪▪ ▪▪▪▪ ▪▪▪▪▪ ▪▪▪ ▪▪▪▪ ▪▪▪▪ ▪▪▪▪▪ ▪▪▪ ▪▪▪▪ ▪▪▪ ▪▪▪▪▪ ▪▪▪ ▪▪▪▪ ▪▪▪▪▪▪ ▪▪ ▪▪▪▪ ▪▪▪▪▪ ▪▪▪ ▪▪▪▪ ▪▪▪▪ ▪▪▪▪▪ ▪▪▪ ▪▪▪▪ ▪▪▪ ▪▪▪▪▪ ▪▪▪ ▪▪▪▪ ▪▪▪▪▪▪ ▪▪ ▪▪▪▪ ▪▪▪▪▪ ▪▪▪ ▪▪▪▪ ▪▪▪▪ ▪▪▪▪▪ ▪▪▪ ▪▪▪▪ ▪▪▪ ▪▪▪▪▪ ▪▪▪ ▪▪▪▪ ▪▪▪▪▪▪ ▪▪ ▪▪▪▪ ▪▪▪▪▪ ▪▪▪ ▪▪▪▪ ▪▪▪▪ ▪▪▪▪▪ ▪▪▪ ▪▪▪▪ ▪▪▪ ▪▪▪▪▪ ▪▪▪ ▪▪▪▪ ▪▪▪▪▪▪ ▪▪ ▪▪▪▪ ▪▪▪▪▪ ▪▪▪ ▪▪▪▪ ▪▪▪▪ ▪▪▪▪▪ ▪▪▪ bbox=[206, 701, 282, 731]
notice-paragraph: ▪▪▪▪ ▪▪▪ ▪▪▪▪▪ ▪▪▪ ▪▪▪▪ ▪▪▪▪▪▪ ▪▪ ▪▪▪▪ ▪▪▪▪▪ ▪▪▪ ▪▪▪▪ ▪▪▪▪ ▪▪▪▪▪ ▪▪▪ ▪▪▪▪ ▪▪▪ ▪▪▪▪▪ ▪▪▪ ▪▪▪▪ ▪▪▪▪▪▪ ▪▪ ▪▪▪▪ ▪▪▪▪▪ ▪▪▪ ▪▪▪▪ ▪▪▪▪ ▪▪▪▪▪ ▪▪▪ ▪▪▪▪ ▪▪▪ ▪▪▪▪▪ ▪▪▪ ▪▪▪▪ ▪▪▪▪▪▪ ▪▪ ▪▪▪▪ ▪▪▪▪▪ ▪▪▪ ▪▪▪▪ ▪▪▪▪ ▪▪▪▪▪ ▪▪▪ ▪▪▪▪ ▪▪▪ ▪▪▪▪▪ ▪▪▪ ▪▪▪▪ ▪▪▪▪▪▪ ▪▪ ▪▪▪▪ ▪▪▪▪▪ ▪▪▪ ▪▪▪▪ ▪▪▪▪ ▪▪▪▪▪ ▪▪▪ bbox=[206, 771, 282, 797]
notice-paragraph: ▪▪▪▪ ▪▪▪ ▪▪▪▪▪ ▪▪▪ ▪▪▪▪ ▪▪▪▪▪▪ ▪▪ ▪▪▪▪ ▪▪▪▪▪ ▪▪▪ ▪▪▪▪ ▪▪▪▪ ▪▪▪▪▪ ▪▪▪ ▪▪▪▪ ▪▪▪ ▪▪▪▪▪ ▪▪▪ ▪▪▪▪ ▪▪▪▪▪▪ ▪▪ ▪▪▪▪ ▪▪▪▪▪ ▪▪▪ ▪▪▪▪ ▪▪▪▪ ▪▪▪▪▪ ▪▪▪ ▪▪▪▪ ▪▪▪ ▪▪▪▪▪ ▪▪▪ ▪▪▪▪ ▪▪▪▪▪▪ ▪▪ ▪▪▪▪ ▪▪▪▪▪ ▪▪▪ ▪▪▪▪ ▪▪▪▪ ▪▪▪▪▪ ▪▪▪ ▪▪▪▪ ▪▪▪ ▪▪▪▪▪ ▪▪▪ ▪▪▪▪ ▪▪▪▪▪▪ ▪▪ ▪▪▪▪ ▪▪▪▪▪ ▪▪▪ ▪▪▪▪ ▪▪▪▪ ▪▪▪▪▪ ▪▪▪ ▪▪▪▪ ▪▪▪ ▪▪▪▪▪ ▪▪▪ ▪▪▪▪ ▪▪▪▪▪▪ ▪▪ ▪▪▪▪ ▪▪▪▪▪ ▪▪▪ ▪▪▪▪ ▪▪▪▪ ▪▪▪▪▪ ▪▪▪ bbox=[206, 1089, 282, 1119]
notice-paragraph: ▪▪▪▪ ▪▪▪ ▪▪▪▪▪ ▪▪▪ ▪▪▪▪ ▪▪▪▪▪▪ ▪▪ ▪▪▪▪ ▪▪▪▪▪ ▪▪▪ ▪▪▪▪ ▪▪▪▪ ▪▪▪▪▪ ▪▪▪ ▪▪▪▪ ▪▪▪ ▪▪▪▪▪ ▪▪▪ ▪▪▪▪ ▪▪▪▪▪▪ ▪▪ ▪▪▪▪ ▪▪▪▪▪ ▪▪▪ ▪▪▪▪ ▪▪▪▪ ▪▪▪▪▪ ▪▪▪ ▪▪▪▪ ▪▪▪ ▪▪▪▪▪ ▪▪▪ ▪▪▪▪ ▪▪▪▪▪▪ ▪▪ ▪▪▪▪ ▪▪▪▪▪ ▪▪▪ ▪▪▪▪ ▪▪▪▪ ▪▪▪▪▪ ▪▪▪ ▪▪▪▪ ▪▪▪ ▪▪▪▪▪ ▪▪▪ ▪▪▪▪ ▪▪▪▪▪▪ ▪▪ ▪▪▪▪ ▪▪▪▪▪ ▪▪▪ ▪▪▪▪ ▪▪▪▪ ▪▪▪▪▪ ▪▪▪ ▪▪▪▪ ▪▪▪ ▪▪▪▪▪ ▪▪▪ ▪▪▪▪ ▪▪▪▪▪▪ ▪▪ ▪▪▪▪ ▪▪▪▪▪ ▪▪▪ ▪▪▪▪ ▪▪▪▪ ▪▪▪▪▪ ▪▪▪ bbox=[293, 701, 369, 731]
notice-paragraph: ▪▪▪▪ ▪▪▪ ▪▪▪▪▪ ▪▪▪ ▪▪▪▪ ▪▪▪▪▪▪ ▪▪ ▪▪▪▪ ▪▪▪▪▪ ▪▪▪ ▪▪▪▪ ▪▪▪▪ ▪▪▪▪▪ ▪▪▪ ▪▪▪▪ ▪▪▪ ▪▪▪▪▪ ▪▪▪ ▪▪▪▪ ▪▪▪▪▪▪ ▪▪ ▪▪▪▪ ▪▪▪▪▪ ▪▪▪ ▪▪▪▪ ▪▪▪▪ ▪▪▪▪▪ ▪▪▪ ▪▪▪▪ ▪▪▪ ▪▪▪▪▪ ▪▪▪ ▪▪▪▪ ▪▪▪▪▪▪ ▪▪ ▪▪▪▪ ▪▪▪▪▪ ▪▪▪ ▪▪▪▪ ▪▪▪▪ ▪▪▪▪▪ ▪▪▪ ▪▪▪▪ ▪▪▪ ▪▪▪▪▪ ▪▪▪ ▪▪▪▪ ▪▪▪▪▪▪ ▪▪ ▪▪▪▪ ▪▪▪▪▪ ▪▪▪ ▪▪▪▪ ▪▪▪▪ ▪▪▪▪▪ ▪▪▪ bbox=[13, 868, 89, 894]
notice-paragraph: ▪▪▪▪ ▪▪▪ ▪▪▪▪▪ ▪▪▪ ▪▪▪▪ ▪▪▪▪▪▪ ▪▪ ▪▪▪▪ ▪▪▪▪▪ ▪▪▪ ▪▪▪▪ ▪▪▪▪ ▪▪▪▪▪ ▪▪▪ ▪▪▪▪ ▪▪▪ ▪▪▪▪▪ ▪▪▪ ▪▪▪▪ ▪▪▪▪▪▪ ▪▪ ▪▪▪▪ ▪▪▪▪▪ ▪▪▪ ▪▪▪▪ ▪▪▪▪ ▪▪▪▪▪ ▪▪▪ ▪▪▪▪ ▪▪▪ ▪▪▪▪▪ ▪ bbox=[293, 1120, 369, 1132]
notice-paragraph: ▪▪▪▪ ▪▪▪ ▪▪▪▪▪ ▪▪▪ ▪▪▪▪ ▪▪▪▪▪▪ ▪▪ ▪▪▪▪ ▪▪▪▪▪ ▪▪▪ ▪▪▪▪ ▪▪▪▪ ▪▪▪▪▪ ▪▪▪ ▪▪▪▪ ▪▪▪ ▪▪▪▪▪ ▪▪▪ ▪▪▪▪ ▪▪▪▪▪▪ ▪▪ ▪▪▪▪ ▪▪▪▪▪ ▪▪▪ ▪▪▪▪ ▪▪▪▪ ▪▪▪▪▪ ▪▪▪ ▪▪▪▪ ▪▪▪ ▪▪▪▪▪ ▪▪▪ ▪▪▪▪ ▪▪▪▪▪▪ ▪▪ ▪▪▪▪ ▪▪▪▪▪ ▪▪▪ ▪▪▪▪ ▪▪▪▪ ▪▪▪▪▪ ▪▪▪ ▪▪▪▪ ▪▪▪ ▪▪▪▪▪ ▪▪▪ ▪▪▪▪ ▪▪▪▪▪▪ ▪▪ ▪▪▪▪ ▪▪▪▪▪ ▪▪▪ ▪▪▪▪ ▪▪▪▪ ▪▪▪▪▪ ▪▪▪ bbox=[100, 965, 176, 991]
notice-paragraph: ▪▪▪▪ ▪▪▪ ▪▪▪▪▪ ▪▪▪ ▪▪▪▪ ▪▪▪▪▪▪ ▪▪ ▪▪▪▪ ▪▪▪▪▪ ▪▪▪ ▪▪▪▪ ▪▪▪▪ ▪▪▪▪▪ ▪▪▪ ▪▪▪▪ ▪▪▪ ▪▪▪▪▪ ▪▪▪ ▪▪▪▪ ▪▪▪▪▪▪ ▪▪ ▪▪▪▪ ▪▪▪▪▪ ▪▪▪ ▪▪▪▪ ▪▪▪▪ ▪▪▪▪▪ ▪▪▪ ▪▪▪▪ ▪▪▪ ▪▪▪▪▪ ▪▪▪ ▪▪▪▪ ▪▪▪▪▪▪ ▪▪ ▪▪▪▪ ▪▪▪▪▪ ▪▪▪ ▪▪▪▪ ▪▪▪▪ ▪▪▪▪▪ ▪▪▪ ▪▪▪▪ ▪▪▪ ▪▪▪▪▪ ▪▪▪ ▪▪▪▪ ▪▪▪▪▪▪ ▪▪ ▪▪▪▪ ▪▪▪▪▪ ▪▪▪ ▪▪▪▪ ▪▪▪▪ ▪▪▪▪▪ ▪▪▪ ▪▪▪▪ ▪▪▪ ▪▪▪▪▪ ▪▪▪ ▪▪▪▪ ▪▪▪▪▪▪ ▪▪ ▪▪▪▪ ▪▪▪▪▪ ▪▪▪ ▪▪▪▪ ▪▪▪▪ ▪▪▪▪▪ ▪▪▪ ▪▪▪▪ ▪▪▪ ▪▪▪▪▪ ▪▪▪ ▪▪▪▪ ▪▪▪▪▪▪ ▪▪ ▪▪▪▪ ▪▪▪▪▪ ▪▪▪ ▪▪▪▪ ▪▪▪▪ ▪▪▪▪▪ ▪▪▪ bbox=[293, 1023, 369, 1061]
notice-paragraph: ▪▪▪▪ ▪▪▪ ▪▪▪▪▪ ▪▪▪ ▪▪▪▪ ▪▪▪▪▪▪ ▪▪ ▪▪▪▪ ▪▪▪▪▪ ▪▪▪ ▪▪▪▪ ▪▪▪▪ ▪▪▪▪▪ ▪▪▪ ▪▪▪▪ ▪▪▪ ▪▪▪▪▪ ▪▪▪ ▪▪▪▪ ▪▪▪▪▪▪ ▪▪ ▪▪▪▪ ▪▪▪▪▪ ▪▪▪ ▪▪▪▪ ▪▪▪▪ ▪▪▪▪▪ ▪▪▪ ▪▪▪▪ ▪▪▪ ▪▪▪▪▪ ▪▪▪ ▪▪▪▪ ▪▪▪▪▪▪ ▪▪ ▪▪▪▪ ▪▪▪▪▪ ▪▪▪ ▪▪▪▪ ▪▪▪▪ ▪▪▪▪▪ ▪▪▪ ▪▪▪▪ ▪▪▪ ▪▪▪▪▪ ▪▪▪ ▪▪▪▪ ▪▪▪▪▪▪ ▪▪ ▪▪▪▪ ▪▪▪▪▪ ▪▪▪ ▪▪▪▪ ▪▪▪▪ ▪▪▪▪▪ ▪▪▪ ▪▪▪▪ ▪▪▪ ▪▪▪▪▪ ▪▪▪ ▪▪▪▪ ▪▪▪▪▪▪ ▪▪ ▪▪▪▪ ▪▪▪▪▪ ▪▪▪ ▪▪▪▪ ▪▪▪▪ ▪▪▪▪▪ ▪▪▪ bbox=[13, 119, 89, 149]
notice-paragraph: ▪▪▪▪ ▪▪▪ ▪▪▪▪▪ ▪▪▪ ▪▪▪▪ ▪▪▪▪▪▪ ▪▪ ▪▪▪▪ ▪▪▪▪▪ ▪▪▪ ▪▪▪▪ ▪▪▪▪ ▪▪▪▪▪ ▪▪▪ ▪▪▪▪ ▪▪▪ ▪▪▪▪▪ ▪▪▪ ▪▪▪▪ ▪▪▪▪▪▪ ▪▪ ▪▪▪▪ ▪▪▪▪▪ ▪▪▪ ▪▪▪▪ ▪▪▪▪ ▪▪▪▪▪ ▪▪▪ ▪▪▪▪ ▪▪▪ ▪▪▪▪▪ ▪▪▪ ▪▪▪▪ ▪▪▪▪▪▪ ▪▪ ▪▪▪▪ ▪▪▪▪▪ ▪▪▪ ▪▪▪▪ ▪▪▪▪ ▪▪▪▪▪ ▪▪▪ ▪▪▪▪ ▪▪▪ ▪▪▪▪▪ ▪▪▪ ▪▪▪▪ ▪▪▪▪▪▪ ▪▪ ▪▪▪▪ ▪▪▪▪▪ ▪▪▪ ▪▪▪▪ ▪▪▪▪ ▪▪▪▪▪ ▪▪▪ ▪▪▪▪ ▪▪▪ ▪▪▪▪▪ ▪▪▪ ▪▪▪▪ ▪▪▪▪▪▪ ▪▪ ▪▪▪▪ ▪▪▪▪▪ ▪▪▪ ▪▪▪▪ ▪▪▪▪ ▪▪▪▪▪ ▪▪▪ ▪▪▪▪ ▪▪▪ ▪▪▪▪▪ ▪▪▪ ▪▪▪▪ ▪▪▪▪▪▪ ▪▪ ▪▪▪▪ ▪▪▪▪▪ ▪▪▪ ▪▪▪▪ ▪▪▪▪ ▪▪▪▪▪ ▪▪▪ bbox=[206, 829, 282, 868]
notice-paragraph: ▪▪▪▪ ▪▪▪ ▪▪▪▪▪ ▪▪▪ ▪▪▪▪ ▪▪▪▪▪▪ ▪▪ ▪▪▪▪ ▪▪▪▪▪ ▪▪▪ ▪▪▪▪ ▪▪▪▪ ▪▪▪▪▪ ▪▪▪ ▪▪▪▪ ▪▪▪ ▪▪▪▪▪ ▪▪▪ ▪▪▪▪ ▪▪▪▪▪▪ ▪▪ ▪▪▪▪ ▪▪▪▪▪ ▪▪▪ ▪▪▪▪ ▪▪▪▪ ▪▪▪▪▪ ▪▪▪ ▪▪▪▪ ▪▪▪ ▪▪▪▪▪ ▪▪▪ ▪▪▪▪ ▪▪▪▪▪▪ ▪▪ ▪▪▪▪ ▪▪▪▪▪ ▪▪▪ ▪▪▪▪ ▪▪▪▪ ▪▪▪▪▪ ▪▪▪ ▪▪▪▪ ▪▪▪ ▪▪▪▪▪ ▪▪▪ ▪▪▪▪ ▪▪▪▪▪▪ ▪▪ ▪▪▪▪ ▪▪▪▪▪ ▪▪▪ ▪▪▪▪ ▪▪▪▪ ▪▪▪▪▪ ▪▪▪ bbox=[293, 1062, 369, 1088]
notice-paragraph: ▪▪▪▪ ▪▪▪ ▪▪▪▪▪ ▪▪▪ ▪▪▪▪ ▪▪▪▪▪▪ ▪▪ ▪▪▪▪ ▪▪▪▪▪ ▪▪▪ ▪▪▪▪ ▪▪▪▪ ▪▪▪▪▪ ▪▪▪ ▪▪▪▪ ▪▪▪ ▪▪▪▪▪ ▪▪▪ ▪▪▪▪ ▪▪▪▪▪▪ ▪▪ ▪▪▪▪ ▪▪▪▪▪ ▪▪▪ ▪▪▪▪ ▪▪▪▪ ▪▪▪▪▪ ▪▪▪ ▪▪▪▪ ▪▪▪ ▪▪▪▪▪ ▪▪▪ ▪▪▪▪ ▪▪▪▪▪▪ ▪▪ ▪▪▪▪ ▪▪▪▪▪ ▪▪▪ ▪▪▪▪ ▪▪▪▪ ▪▪▪▪▪ ▪▪▪ ▪▪▪▪ ▪▪▪ ▪▪▪▪▪ ▪▪▪ ▪▪▪▪ ▪▪▪▪▪▪ ▪▪ ▪▪▪▪ ▪▪▪▪▪ ▪▪▪ ▪▪▪▪ ▪▪▪▪ ▪▪▪▪▪ ▪▪▪ bbox=[13, 577, 89, 603]
notice-paragraph: ▪▪▪▪ ▪▪▪ ▪▪▪▪▪ ▪▪▪ ▪▪▪▪ ▪▪▪▪▪▪ ▪▪ ▪▪▪▪ ▪▪▪▪▪ ▪▪▪ ▪▪▪▪ ▪▪▪▪ ▪▪▪▪▪ ▪▪▪ ▪▪▪▪ ▪▪▪ ▪▪▪▪▪ ▪▪▪ ▪▪▪▪ ▪▪▪▪▪▪ ▪▪ ▪▪▪▪ ▪▪▪▪▪ ▪▪▪ ▪▪▪▪ ▪▪▪▪ ▪▪▪▪▪ ▪▪▪ ▪▪▪▪ ▪▪▪ ▪▪▪▪▪ ▪▪▪ ▪▪▪▪ ▪▪▪▪▪▪ ▪▪ ▪▪▪▪ ▪▪▪▪▪ ▪▪▪ ▪▪▪▪ ▪▪▪▪ ▪▪▪▪▪ ▪▪▪ ▪▪▪▪ ▪▪▪ ▪▪▪▪▪ ▪▪▪ ▪▪▪▪ ▪▪▪▪▪▪ ▪▪ ▪▪▪▪ ▪▪▪▪▪ ▪▪▪ ▪▪▪▪ ▪▪▪▪ ▪▪▪▪▪ ▪▪▪ ▪▪▪▪ ▪▪▪ ▪▪▪▪▪ ▪▪▪ ▪▪▪▪ ▪▪▪▪▪▪ ▪▪ ▪▪▪▪ ▪▪▪▪▪ ▪▪▪ ▪▪▪▪ ▪▪▪▪ ▪▪▪▪▪ ▪▪▪ ▪▪▪▪ ▪▪▪ ▪▪▪▪▪ ▪▪▪ ▪▪▪▪ ▪▪▪▪▪▪ ▪▪ ▪▪▪▪ ▪▪▪▪▪ ▪▪▪ ▪▪▪▪ ▪▪▪▪ ▪▪▪▪▪ ▪▪▪ bbox=[293, 247, 369, 286]
notice-paragraph: ▪▪▪▪ ▪▪▪ ▪▪▪▪▪ ▪▪▪ ▪▪▪▪ ▪▪▪▪▪▪ ▪▪ ▪▪▪▪ ▪▪▪▪▪ ▪▪▪ ▪▪▪▪ ▪▪▪▪ ▪▪▪▪▪ ▪▪▪ ▪▪▪▪ ▪▪▪ ▪▪▪▪▪ ▪▪▪ ▪▪▪▪ ▪▪▪▪▪▪ ▪▪ ▪▪▪▪ ▪▪▪▪▪ ▪▪▪ ▪▪▪▪ ▪▪▪▪ ▪▪▪▪▪ ▪▪▪ ▪▪▪▪ ▪▪▪ ▪▪▪▪▪ ▪▪▪ ▪▪▪▪ ▪▪▪▪▪▪ ▪▪ ▪▪▪▪ ▪▪▪▪▪ ▪▪▪ ▪▪▪▪ ▪▪▪▪ ▪▪▪▪▪ ▪▪▪ ▪▪▪▪ ▪▪▪ ▪▪▪▪▪ ▪▪▪ ▪▪▪▪ ▪▪▪▪▪▪ ▪▪ ▪▪▪▪ ▪▪▪▪▪ ▪▪▪ ▪▪▪▪ ▪▪▪▪ ▪▪▪▪▪ ▪▪▪ ▪▪▪▪ ▪▪▪ ▪▪▪▪▪ ▪▪▪ ▪▪▪▪ ▪▪▪▪▪▪ ▪▪ ▪▪▪▪ ▪▪▪▪▪ ▪▪▪ ▪▪▪▪ ▪▪▪▪ ▪▪▪▪▪ ▪▪▪ bbox=[13, 604, 89, 634]
column-heading-2: 2/3 中缝 bbox=[126, 47, 184, 63]
column-body bbox=[204, 92, 284, 1132]
notice-paragraph: ▪▪▪▪ ▪▪▪ ▪▪▪▪▪ ▪▪▪ ▪▪▪▪ ▪▪▪▪▪▪ ▪▪ ▪▪▪▪ ▪▪▪▪▪ ▪▪▪ ▪▪▪▪ ▪▪▪▪ ▪▪▪▪▪ ▪▪▪ ▪▪▪▪ ▪▪▪ ▪▪▪▪▪ ▪▪▪ ▪▪▪▪ ▪▪▪▪▪▪ ▪▪ ▪▪▪▪ ▪▪▪▪▪ ▪▪▪ ▪▪▪▪ ▪▪▪▪ ▪▪▪▪▪ ▪▪▪ ▪▪▪▪ ▪▪▪ ▪▪▪▪▪ ▪▪▪ ▪▪▪▪ ▪▪▪▪▪▪ ▪▪ ▪▪▪▪ ▪▪▪▪▪ ▪▪▪ ▪▪▪▪ ▪▪▪▪ ▪▪▪▪▪ ▪▪▪ ▪▪▪▪ ▪▪▪ ▪▪▪▪▪ ▪▪▪ ▪▪▪▪ ▪▪▪▪▪▪ ▪▪ ▪▪▪▪ ▪▪▪▪▪ ▪▪▪ ▪▪▪▪ ▪▪▪▪ ▪▪▪▪▪ ▪▪▪ ▪▪▪▪ ▪▪▪ ▪▪▪▪▪ ▪▪▪ ▪▪▪▪ ▪▪▪▪▪▪ ▪▪ ▪▪▪▪ ▪▪▪▪▪ ▪▪▪ ▪▪▪▪ ▪▪▪▪ ▪▪▪▪▪ ▪▪▪ bbox=[100, 410, 176, 440]
notice-paragraph: ▪▪▪▪ ▪▪▪ ▪▪▪▪▪ ▪▪▪ ▪▪▪▪ ▪▪▪▪▪▪ ▪▪ ▪▪▪▪ ▪▪▪▪▪ ▪▪▪ ▪▪▪▪ ▪▪▪▪ ▪▪▪▪▪ ▪▪▪ ▪▪▪▪ ▪▪▪ ▪▪▪▪▪ ▪▪▪ ▪▪▪▪ ▪▪▪▪▪▪ ▪▪ ▪▪▪▪ ▪▪▪▪▪ ▪▪▪ ▪▪▪▪ ▪▪▪▪ ▪▪▪▪▪ ▪▪▪ ▪▪▪▪ ▪▪▪ ▪▪▪▪▪ ▪▪▪ ▪▪▪▪ ▪▪▪▪▪▪ ▪▪ ▪▪▪▪ ▪▪▪▪▪ ▪▪▪ ▪▪▪▪ ▪▪▪▪ ▪▪▪▪▪ ▪▪▪ ▪▪▪▪ ▪▪▪ ▪▪▪▪▪ ▪▪▪ ▪▪▪▪ ▪▪▪▪▪▪ ▪▪ ▪▪▪▪ ▪▪▪▪▪ ▪▪▪ ▪▪▪▪ ▪▪▪▪ ▪▪▪▪▪ ▪▪▪ ▪▪▪▪ ▪▪▪ ▪▪▪▪▪ ▪▪▪ ▪▪▪▪ ▪▪▪▪▪▪ ▪▪ ▪▪▪▪ ▪▪▪▪▪ ▪▪▪ ▪▪▪▪ ▪▪▪▪ ▪▪▪▪▪ ▪▪▪ bbox=[13, 410, 89, 440]
notice-paragraph: ▪▪▪▪ ▪▪▪ ▪▪▪▪▪ ▪▪▪ ▪▪▪▪ ▪▪▪▪▪▪ ▪▪ ▪▪▪▪ ▪▪▪▪▪ ▪▪▪ ▪▪▪▪ ▪▪▪▪ ▪▪▪▪▪ ▪▪▪ ▪▪▪▪ ▪▪▪ ▪▪▪▪▪ ▪▪▪ ▪▪▪▪ ▪▪▪▪▪▪ ▪▪ ▪▪▪▪ ▪▪▪▪▪ ▪▪▪ ▪▪▪▪ ▪▪▪▪ ▪▪▪▪▪ ▪▪▪ ▪▪▪▪ ▪▪▪ ▪▪▪▪▪ ▪▪▪ ▪▪▪▪ ▪▪▪▪▪▪ ▪▪ ▪▪▪▪ ▪▪▪▪▪ ▪▪▪ ▪▪▪▪ ▪▪▪▪ ▪▪▪▪▪ ▪▪▪ ▪▪▪▪ ▪▪▪ ▪▪▪▪▪ ▪▪▪ ▪▪▪▪ ▪▪▪▪▪▪ ▪▪ ▪▪▪▪ ▪▪▪▪▪ ▪▪▪ ▪▪▪▪ ▪▪▪▪ ▪▪▪▪▪ ▪▪▪ bbox=[206, 868, 282, 894]
notice-paragraph: ▪▪▪▪ ▪▪▪ ▪▪▪▪▪ ▪▪▪ ▪▪▪▪ ▪▪▪▪▪▪ ▪▪ ▪▪▪▪ ▪▪▪▪▪ ▪▪▪ ▪▪▪▪ ▪▪▪▪ ▪▪▪▪▪ ▪▪▪ ▪▪▪▪ ▪▪▪ ▪▪▪▪▪ ▪▪▪ ▪▪▪▪ ▪▪▪▪▪▪ ▪▪ ▪▪▪▪ ▪▪▪▪▪ ▪▪▪ ▪▪▪▪ ▪▪▪▪ ▪▪▪▪▪ ▪▪▪ ▪▪▪▪ ▪▪▪ ▪▪▪▪▪ ▪▪▪ ▪▪▪▪ ▪▪▪▪▪▪ ▪▪ ▪▪▪▪ ▪▪▪▪▪ ▪▪▪ ▪▪▪▪ ▪▪▪▪ ▪▪▪▪▪ ▪▪▪ ▪▪▪▪ ▪▪▪ ▪▪▪▪▪ ▪▪▪ ▪▪▪▪ ▪▪▪▪▪▪ ▪▪ ▪▪▪▪ ▪▪▪▪▪ ▪▪▪ ▪▪▪▪ ▪▪▪▪ ▪▪▪▪▪ ▪▪▪ bbox=[13, 286, 89, 312]
column-body bbox=[11, 92, 91, 1127]
notice-paragraph: ▪▪▪▪ ▪▪▪ ▪▪▪▪▪ ▪▪▪ ▪▪▪▪ ▪▪▪▪▪▪ ▪▪ ▪▪▪▪ ▪▪▪▪▪ ▪▪▪ ▪▪▪▪ ▪▪▪▪ ▪▪▪▪▪ ▪▪▪ ▪▪▪▪ ▪▪▪ ▪▪▪▪▪ ▪▪▪ ▪▪▪▪ ▪▪▪▪▪▪ ▪▪ ▪▪▪▪ ▪▪▪▪▪ ▪▪▪ ▪▪▪▪ ▪▪▪▪ ▪▪▪▪▪ ▪▪▪ ▪▪▪▪ ▪▪▪ ▪▪▪▪▪ ▪▪▪ ▪▪▪▪ ▪▪▪▪▪▪ ▪▪ ▪▪▪▪ ▪▪▪▪▪ ▪▪▪ ▪▪▪▪ ▪▪▪▪ ▪▪▪▪▪ ▪▪▪ ▪▪▪▪ ▪▪▪ ▪▪▪▪▪ ▪▪▪ ▪▪▪▪ ▪▪▪▪▪▪ ▪▪ ▪▪▪▪ ▪▪▪▪▪ ▪▪▪ ▪▪▪▪ ▪▪▪▪ ▪▪▪▪▪ ▪▪▪ ▪▪▪▪ ▪▪▪ ▪▪▪▪▪ ▪▪▪ ▪▪▪▪ ▪▪▪▪▪▪ ▪▪ ▪▪▪▪ ▪▪▪▪▪ ▪▪▪ ▪▪▪▪ ▪▪▪▪ ▪▪▪▪▪ ▪▪▪ bbox=[13, 216, 89, 246]
column-footer: 公告刊登热线 bbox=[127, 1135, 149, 1139]
notice-paragraph: ▪▪▪▪ ▪▪▪ ▪▪▪▪▪ ▪▪▪ ▪▪▪▪ ▪▪▪▪▪▪ ▪▪ ▪▪▪▪ ▪▪▪▪▪ ▪▪▪ ▪▪▪▪ ▪▪▪▪ ▪▪▪▪▪ ▪▪▪ ▪▪▪▪ ▪▪▪ ▪▪▪▪▪ ▪▪▪ ▪▪▪▪ ▪▪▪▪▪▪ ▪▪ ▪▪▪▪ ▪▪▪▪▪ ▪▪▪ ▪▪▪▪ ▪▪▪▪ ▪▪▪▪▪ ▪▪▪ ▪▪▪▪ ▪▪▪ ▪▪▪▪▪ ▪▪▪ ▪▪▪▪ ▪▪▪▪▪▪ ▪▪ ▪▪▪▪ ▪▪▪▪▪ ▪▪▪ ▪▪▪▪ ▪▪▪▪ ▪▪▪▪▪ ▪▪▪ ▪▪▪▪ ▪▪▪ ▪▪▪▪▪ ▪▪▪ ▪▪▪▪ ▪▪▪▪▪▪ ▪▪ ▪▪▪▪ ▪▪▪▪▪ ▪▪▪ ▪▪▪▪ ▪▪▪▪ ▪▪▪▪▪ ▪▪▪ ▪▪▪▪ ▪▪▪ ▪▪▪▪▪ ▪▪▪ ▪▪▪▪ ▪▪▪▪▪▪ ▪▪ ▪▪▪▪ ▪▪▪▪▪ ▪▪▪ ▪▪▪▪ ▪▪▪▪ ▪▪▪▪▪ ▪▪▪ bbox=[100, 798, 176, 828]
notice-paragraph: ▪▪▪▪ ▪▪▪ ▪▪▪▪▪ ▪▪▪ ▪▪▪▪ ▪▪▪▪▪▪ ▪▪ ▪▪▪▪ ▪▪▪▪▪ ▪▪▪ ▪▪▪▪ ▪▪▪▪ ▪▪▪▪▪ ▪▪▪ ▪▪▪▪ ▪▪▪ ▪▪▪▪▪ ▪▪▪ ▪▪▪▪ ▪▪▪▪▪▪ ▪▪ ▪▪▪▪ ▪▪▪▪▪ ▪▪▪ ▪▪▪▪ ▪▪▪▪ ▪▪▪▪▪ ▪▪▪ ▪▪▪▪ ▪▪▪ ▪▪▪▪▪ ▪▪▪ ▪▪▪▪ ▪▪▪▪▪▪ ▪▪ ▪▪▪▪ ▪▪▪▪▪ ▪▪▪ ▪▪▪▪ ▪▪▪▪ ▪▪▪▪▪ ▪▪▪ ▪▪▪▪ ▪▪▪ ▪▪▪▪▪ ▪▪▪ ▪▪▪▪ ▪▪▪▪▪▪ ▪▪ ▪▪▪▪ ▪▪▪▪▪ ▪▪▪ ▪▪▪▪ ▪▪▪▪ ▪▪▪▪▪ ▪▪▪ ▪▪▪▪ ▪▪▪ ▪▪▪▪▪ ▪▪▪ ▪▪▪▪ ▪▪▪▪▪▪ ▪▪ ▪▪▪▪ ▪▪▪▪▪ ▪▪▪ ▪▪▪▪ ▪▪▪▪ ▪▪▪▪▪ ▪▪▪ bbox=[13, 1089, 89, 1119]
notice-paragraph: ▪▪▪▪ ▪▪▪ ▪▪▪▪▪ ▪▪▪ ▪▪▪▪ ▪▪▪▪▪▪ ▪▪ ▪▪▪▪ ▪▪▪▪▪ ▪▪▪ ▪▪▪▪ ▪▪▪▪ ▪▪▪▪▪ ▪▪▪ ▪▪▪▪ ▪▪▪ ▪▪▪▪▪ ▪▪▪ ▪▪▪▪ ▪▪▪▪▪▪ ▪▪ ▪▪▪▪ ▪▪▪▪▪ ▪▪▪ ▪▪▪▪ ▪▪▪▪ ▪▪▪▪▪ ▪▪▪ ▪▪▪▪ ▪▪▪ ▪▪▪▪▪ ▪▪▪ ▪▪▪▪ ▪▪▪▪▪▪ ▪▪ ▪▪▪▪ ▪▪▪▪▪ ▪▪▪ ▪▪▪▪ ▪▪▪▪ ▪▪▪▪▪ ▪▪▪ ▪▪▪▪ ▪▪▪ ▪▪▪▪▪ ▪▪▪ ▪▪▪▪ ▪▪▪▪▪▪ ▪▪ ▪▪▪▪ ▪▪▪▪▪ ▪▪▪ ▪▪▪▪ ▪▪▪▪ ▪▪▪▪▪ ▪▪▪ ▪▪▪▪ ▪▪▪ ▪▪▪▪▪ ▪▪▪ ▪▪▪▪ ▪▪▪▪▪▪ ▪▪ ▪▪▪▪ ▪▪▪▪▪ ▪▪▪ ▪▪▪▪ ▪▪▪▪ ▪▪▪▪▪ ▪▪▪ bbox=[293, 410, 369, 440]
notice-paragraph: ▪▪▪▪ ▪▪▪ ▪▪▪▪▪ ▪▪▪ ▪▪▪▪ ▪▪▪▪▪▪ ▪▪ ▪▪▪▪ ▪▪▪▪▪ ▪▪▪ ▪▪▪▪ ▪▪▪▪ ▪▪▪▪▪ ▪▪▪ ▪▪▪▪ ▪▪▪ ▪▪▪▪▪ ▪▪▪ ▪▪▪▪ ▪▪▪▪▪▪ ▪▪ ▪▪▪▪ ▪▪▪▪▪ ▪▪▪ ▪▪▪▪ ▪▪▪▪ ▪▪▪▪▪ ▪▪▪ ▪▪▪▪ ▪▪▪ ▪▪▪▪▪ ▪▪▪ ▪▪▪▪ ▪▪▪▪▪▪ ▪▪ ▪▪▪▪ ▪▪▪▪▪ ▪▪▪ ▪▪▪▪ ▪▪▪▪ ▪▪▪▪▪ ▪▪▪ ▪▪▪▪ ▪▪▪ ▪▪▪▪▪ ▪▪▪ ▪▪▪▪ ▪▪▪▪▪▪ ▪▪ ▪▪▪▪ ▪▪▪▪▪ ▪▪▪ ▪▪▪▪ ▪▪▪▪ ▪▪▪▪▪ ▪▪▪ bbox=[293, 480, 369, 506]
notice-paragraph: ▪▪▪▪ ▪▪▪ ▪▪▪▪▪ ▪▪▪ ▪▪▪▪ ▪▪▪▪▪▪ ▪▪ ▪▪▪▪ ▪▪▪▪▪ ▪▪▪ ▪▪▪▪ ▪▪▪▪ ▪▪▪▪▪ ▪▪▪ ▪▪▪▪ ▪▪▪ ▪▪▪▪▪ ▪▪▪ ▪▪▪▪ ▪▪▪▪▪▪ ▪▪ ▪▪▪▪ ▪▪▪▪▪ ▪▪▪ ▪▪▪▪ ▪▪▪▪ ▪▪▪▪▪ ▪▪▪ ▪▪▪▪ ▪▪▪ ▪▪▪▪▪ ▪▪▪ ▪▪▪▪ ▪▪▪▪▪▪ ▪▪ ▪▪▪▪ ▪▪▪▪▪ ▪▪▪ ▪▪▪▪ ▪▪▪▪ ▪▪▪▪▪ ▪▪▪ ▪▪▪▪ ▪▪▪ ▪▪▪▪▪ ▪▪▪ ▪▪▪▪ ▪▪▪▪▪▪ ▪▪ ▪▪▪▪ ▪▪▪▪▪ ▪▪▪ ▪▪▪▪ ▪▪▪▪ ▪▪▪▪▪ ▪▪▪ ▪▪▪▪ ▪▪▪ ▪▪▪▪▪ ▪▪▪ ▪▪▪▪ ▪▪▪▪▪▪ ▪▪ ▪▪▪▪ ▪▪▪▪▪ ▪▪▪ ▪▪▪▪ ▪▪▪▪ ▪▪▪▪▪ ▪▪▪ bbox=[100, 1089, 176, 1119]
notice-paragraph: ▪▪▪▪ ▪▪▪ ▪▪▪▪▪ ▪▪▪ ▪▪▪▪ ▪▪▪▪▪▪ ▪▪ ▪▪▪▪ ▪▪▪▪▪ ▪▪▪ ▪▪▪▪ ▪▪▪▪ ▪▪▪▪▪ ▪▪▪ ▪▪▪▪ ▪▪▪ ▪▪▪▪▪ ▪▪▪ ▪▪▪▪ ▪▪▪▪▪▪ ▪▪ bbox=[13, 1120, 89, 1127]
notice-paragraph: ▪▪▪▪ ▪▪▪ ▪▪▪▪▪ ▪▪▪ ▪▪▪▪ ▪▪▪▪▪▪ ▪▪ ▪▪▪▪ ▪▪▪▪▪ ▪▪▪ ▪▪▪▪ ▪▪▪▪ ▪▪▪▪▪ ▪▪▪ ▪▪▪▪ ▪▪▪ ▪▪▪▪▪ ▪▪▪ ▪▪▪▪ ▪▪▪▪▪▪ ▪▪ ▪▪▪▪ ▪▪▪▪▪ ▪▪▪ ▪▪▪▪ ▪▪▪▪ ▪▪▪▪▪ ▪▪▪ ▪▪▪▪ ▪▪▪ ▪▪▪▪▪ ▪▪▪ ▪▪▪▪ ▪▪▪▪▪▪ ▪▪ ▪▪▪▪ ▪▪▪▪▪ ▪▪▪ ▪▪▪▪ ▪▪▪▪ ▪▪▪▪▪ ▪▪▪ ▪▪▪▪ ▪▪▪ ▪▪▪▪▪ ▪▪▪ ▪▪▪▪ ▪▪▪▪▪▪ ▪▪ ▪▪▪▪ ▪▪▪▪▪ ▪▪▪ ▪▪▪▪ ▪▪▪▪ ▪▪▪▪▪ ▪▪▪ ▪▪▪▪ ▪▪▪ ▪▪▪▪▪ ▪▪▪ ▪▪▪▪ ▪▪▪▪▪▪ ▪▪ ▪▪▪▪ ▪▪▪▪▪ ▪▪▪ ▪▪▪▪ ▪▪▪▪ ▪▪▪▪▪ ▪▪▪ bbox=[293, 992, 369, 1022]
notice-column-1 bbox=[10, 78, 92, 1133]
notice-paragraph: ▪▪▪▪ ▪▪▪ ▪▪▪▪▪ ▪▪▪ ▪▪▪▪ ▪▪▪▪▪▪ ▪▪ ▪▪▪▪ ▪▪▪▪▪ ▪▪▪ ▪▪▪▪ ▪▪▪▪ ▪▪▪▪▪ ▪▪▪ ▪▪▪▪ ▪▪▪ ▪▪▪▪▪ ▪▪▪ ▪▪▪▪ ▪▪▪▪▪▪ ▪▪ ▪▪▪▪ ▪▪▪▪▪ ▪▪▪ ▪▪▪▪ ▪▪▪▪ ▪▪▪▪▪ ▪▪▪ ▪▪▪▪ ▪▪▪ ▪▪▪▪▪ ▪▪▪ ▪▪▪▪ ▪▪▪▪▪▪ ▪▪ ▪▪▪▪ ▪▪▪▪▪ ▪▪▪ ▪▪▪▪ ▪▪▪▪ ▪▪▪▪▪ ▪▪▪ ▪▪▪▪ ▪▪▪ ▪▪▪▪▪ ▪▪▪ ▪▪▪▪ ▪▪▪▪▪▪ ▪▪ ▪▪▪▪ ▪▪▪▪▪ ▪▪▪ ▪▪▪▪ ▪▪▪▪ ▪▪▪▪▪ ▪▪▪ bbox=[206, 286, 282, 312]
notice-paragraph: ▪▪▪▪ ▪▪▪ ▪▪▪▪▪ ▪▪▪ ▪▪▪▪ ▪▪▪▪▪▪ ▪▪ ▪▪▪▪ ▪▪▪▪▪ ▪▪▪ ▪▪▪▪ ▪▪▪▪ ▪▪▪▪▪ ▪▪▪ ▪▪▪▪ ▪▪▪ ▪▪▪▪▪ ▪▪▪ ▪▪▪▪ ▪▪▪▪▪▪ ▪▪ ▪▪▪▪ ▪▪▪▪▪ ▪▪▪ ▪▪▪▪ ▪▪▪▪ ▪▪▪▪▪ ▪▪▪ ▪▪▪▪ ▪▪▪ ▪▪▪▪▪ ▪▪▪ ▪▪▪▪ ▪▪▪▪▪▪ ▪▪ ▪▪▪▪ ▪▪▪▪▪ ▪▪▪ ▪▪▪▪ ▪▪▪▪ ▪▪▪▪▪ ▪▪▪ ▪▪▪▪ ▪▪▪ ▪▪▪▪▪ ▪▪▪ ▪▪▪▪ ▪▪▪▪▪▪ ▪▪ ▪▪▪▪ ▪▪▪▪▪ ▪▪▪ ▪▪▪▪ ▪▪▪▪ ▪▪▪▪▪ ▪▪▪ bbox=[13, 480, 89, 506]
notice-paragraph: ▪▪▪▪ ▪▪▪ ▪▪▪▪▪ ▪▪▪ ▪▪▪▪ ▪▪▪▪▪▪ ▪▪ ▪▪▪▪ ▪▪▪▪▪ ▪▪▪ ▪▪▪▪ ▪▪▪▪ ▪▪▪▪▪ ▪▪▪ ▪▪▪▪ ▪▪▪ ▪▪▪▪▪ ▪▪▪ ▪▪▪▪ ▪▪▪▪▪▪ ▪▪ ▪▪▪▪ ▪▪▪▪▪ ▪▪▪ ▪▪▪▪ ▪▪▪▪ ▪▪▪▪▪ ▪▪▪ ▪▪▪▪ ▪▪▪ ▪▪▪▪▪ ▪▪▪ ▪▪▪▪ ▪▪▪▪▪▪ ▪▪ ▪▪▪▪ ▪▪▪▪▪ ▪▪▪ ▪▪▪▪ ▪▪▪▪ ▪▪▪▪▪ ▪▪▪ ▪▪▪▪ ▪▪▪ ▪▪▪▪▪ ▪▪▪ ▪▪▪▪ ▪▪▪▪▪▪ ▪▪ ▪▪▪▪ ▪▪▪▪▪ ▪▪▪ ▪▪▪▪ ▪▪▪▪ ▪▪▪▪▪ ▪▪▪ ▪▪▪▪ ▪▪▪ ▪▪▪▪▪ ▪▪▪ ▪▪▪▪ ▪▪▪▪▪▪ ▪▪ ▪▪▪▪ ▪▪▪▪▪ ▪▪▪ ▪▪▪▪ ▪▪▪▪ ▪▪▪▪▪ ▪▪▪ ▪▪▪▪ ▪▪▪ ▪▪▪▪▪ ▪▪▪ ▪▪▪▪ ▪▪▪▪▪▪ ▪▪ ▪▪▪▪ ▪▪▪▪▪ ▪▪▪ ▪▪▪▪ ▪▪▪▪ ▪▪▪▪▪ ▪▪▪ bbox=[100, 247, 176, 286]
notice-paragraph: ▪▪▪▪ ▪▪▪ ▪▪▪▪▪ ▪▪▪ ▪▪▪▪ ▪▪▪▪▪▪ ▪▪ ▪▪▪▪ ▪▪▪▪▪ ▪▪▪ ▪▪▪▪ ▪▪▪▪ ▪▪▪▪▪ ▪▪▪ ▪▪▪▪ ▪▪▪ ▪▪▪▪▪ ▪▪▪ ▪▪▪▪ ▪▪▪▪▪▪ ▪▪ ▪▪▪▪ ▪▪▪▪▪ ▪▪▪ ▪▪▪▪ ▪▪▪▪ ▪▪▪▪▪ ▪▪▪ ▪▪▪▪ ▪▪▪ ▪▪▪▪▪ ▪▪▪ ▪▪▪▪ ▪▪▪▪▪▪ ▪▪ ▪▪▪▪ ▪▪▪▪▪ ▪▪▪ ▪▪▪▪ ▪▪▪▪ ▪▪▪▪▪ ▪▪▪ ▪▪▪▪ ▪▪▪ ▪▪▪▪▪ ▪▪▪ ▪▪▪▪ ▪▪▪▪▪▪ ▪▪ ▪▪▪▪ ▪▪▪▪▪ ▪▪▪ ▪▪▪▪ ▪▪▪▪ ▪▪▪▪▪ ▪▪▪ bbox=[13, 674, 89, 700]
column-heading-4: 6/7 中缝 bbox=[298, 47, 356, 63]
column-footer: 中国公告 bbox=[43, 1128, 59, 1132]
notice-paragraph: ▪▪▪▪ ▪▪▪ ▪▪▪▪▪ ▪▪▪ ▪▪▪▪ ▪▪▪▪▪▪ ▪▪ ▪▪▪▪ ▪▪▪▪▪ ▪▪▪ ▪▪▪▪ ▪▪▪▪ ▪▪▪▪▪ ▪▪▪ ▪▪▪▪ ▪▪▪ ▪▪▪▪▪ ▪▪▪ ▪▪▪▪ ▪▪▪▪▪▪ ▪▪ ▪▪▪▪ ▪▪▪▪▪ ▪▪▪ ▪▪▪▪ ▪▪▪▪ ▪▪▪▪▪ ▪▪▪ ▪▪▪▪ ▪▪▪ ▪▪▪▪▪ ▪▪▪ ▪▪▪▪ ▪▪▪▪▪▪ ▪▪ ▪▪▪▪ ▪▪▪▪▪ ▪▪▪ ▪▪▪▪ ▪▪▪▪ ▪▪▪▪▪ ▪▪▪ ▪▪▪▪ ▪▪▪ ▪▪▪▪▪ ▪▪▪ ▪▪▪▪ ▪▪▪▪▪▪ ▪▪ ▪▪▪▪ ▪▪▪▪▪ ▪▪▪ ▪▪▪▪ ▪▪▪▪ ▪▪▪▪▪ ▪▪▪ ▪▪▪▪ ▪▪▪ ▪▪▪▪▪ ▪▪▪ ▪▪▪▪ ▪▪▪▪▪▪ ▪▪ ▪▪▪▪ ▪▪▪▪▪ ▪▪▪ ▪▪▪▪ ▪▪▪▪ ▪▪▪▪▪ ▪▪▪ bbox=[13, 507, 89, 537]
notice-paragraph: ▪▪▪▪ ▪▪▪ ▪▪▪▪▪ ▪▪▪ ▪▪▪▪ ▪▪▪▪▪▪ ▪▪ ▪▪▪▪ ▪▪▪▪▪ ▪▪▪ ▪▪▪▪ ▪▪▪▪ ▪▪▪▪▪ ▪▪▪ ▪▪▪▪ ▪▪▪ ▪▪▪▪▪ ▪▪▪ ▪▪▪▪ ▪▪▪▪▪▪ ▪▪ ▪▪▪▪ ▪▪▪▪▪ ▪▪▪ ▪▪▪▪ ▪▪▪▪ ▪▪▪▪▪ ▪▪▪ ▪▪▪▪ ▪▪▪ ▪▪▪▪▪ ▪▪▪ ▪▪▪▪ ▪▪▪▪▪▪ ▪▪ ▪▪▪▪ ▪▪▪▪▪ ▪▪▪ ▪▪▪▪ ▪▪▪▪ ▪▪▪▪▪ ▪▪▪ ▪▪▪▪ ▪▪▪ ▪▪▪▪▪ ▪▪▪ ▪▪▪▪ ▪▪▪▪▪▪ ▪▪ ▪▪▪▪ ▪▪▪▪▪ ▪▪▪ ▪▪▪▪ ▪▪▪▪ ▪▪▪▪▪ ▪▪▪ bbox=[206, 189, 282, 215]
notice-paragraph: ▪▪▪▪ ▪▪▪ ▪▪▪▪▪ ▪▪▪ ▪▪▪▪ ▪▪▪▪▪▪ ▪▪ ▪▪▪▪ ▪▪▪▪▪ ▪▪▪ ▪▪▪▪ ▪▪▪▪ ▪▪▪▪▪ ▪▪▪ ▪▪▪▪ ▪▪▪ ▪▪▪▪▪ ▪▪▪ ▪▪▪▪ ▪▪▪▪▪▪ ▪▪ ▪▪▪▪ ▪▪▪▪▪ ▪▪▪ ▪▪▪▪ ▪▪▪▪ ▪▪▪▪▪ ▪▪▪ ▪▪▪▪ ▪▪▪ ▪▪▪▪▪ ▪▪▪ ▪▪▪▪ ▪▪▪▪▪▪ ▪▪ ▪▪▪▪ ▪▪▪▪▪ ▪▪▪ ▪▪▪▪ ▪▪▪▪ ▪▪▪▪▪ ▪▪▪ ▪▪▪▪ ▪▪▪ ▪▪▪▪▪ ▪▪▪ ▪▪▪▪ ▪▪▪▪▪▪ ▪▪ ▪▪▪▪ ▪▪▪▪▪ ▪▪▪ ▪▪▪▪ ▪▪▪▪ ▪▪▪▪▪ ▪▪▪ ▪▪▪▪ ▪▪▪ ▪▪▪▪▪ ▪▪▪ ▪▪▪▪ ▪▪▪▪▪▪ ▪▪ ▪▪▪▪ ▪▪▪▪▪ ▪▪▪ ▪▪▪▪ ▪▪▪▪ ▪▪▪▪▪ ▪▪▪ ▪▪▪▪ ▪▪▪ ▪▪▪▪▪ ▪▪▪ ▪▪▪▪ ▪▪▪▪▪▪ ▪▪ ▪▪▪▪ ▪▪▪▪▪ ▪▪▪ ▪▪▪▪ ▪▪▪▪ ▪▪▪▪▪ ▪▪▪ bbox=[293, 344, 369, 383]
notice-paragraph: ▪▪▪▪ ▪▪▪ ▪▪▪▪▪ ▪▪▪ ▪▪▪▪ ▪▪▪▪▪▪ ▪▪ ▪▪▪▪ ▪▪▪▪▪ ▪▪▪ ▪▪▪▪ ▪▪▪▪ ▪▪▪▪▪ ▪▪▪ ▪▪▪▪ ▪▪▪ ▪▪▪▪▪ ▪▪▪ ▪▪▪▪ ▪▪▪▪▪▪ ▪▪ ▪▪▪▪ ▪▪▪▪▪ ▪▪▪ ▪▪▪▪ ▪▪▪▪ ▪▪▪▪▪ ▪▪▪ ▪▪▪▪ ▪▪▪ ▪▪▪▪▪ ▪▪▪ ▪▪▪▪ ▪▪▪▪▪▪ ▪▪ ▪▪▪▪ ▪▪▪▪▪ ▪▪▪ ▪▪▪▪ ▪▪▪▪ ▪▪▪▪▪ ▪▪▪ ▪▪▪▪ ▪▪▪ ▪▪▪▪▪ ▪▪▪ ▪▪▪▪ ▪▪▪▪▪▪ ▪▪ ▪▪▪▪ ▪▪▪▪▪ ▪▪▪ ▪▪▪▪ ▪▪▪▪ ▪▪▪▪▪ ▪▪▪ bbox=[13, 383, 89, 409]
notice-paragraph: ▪▪▪▪ ▪▪▪ ▪▪▪▪▪ ▪▪▪ ▪▪▪▪ ▪▪▪▪▪▪ ▪▪ ▪▪▪▪ ▪▪▪▪▪ ▪▪▪ ▪▪▪▪ ▪▪▪▪ ▪▪▪▪▪ ▪▪▪ ▪▪▪▪ ▪▪▪ ▪▪▪▪▪ ▪▪▪ ▪▪▪▪ ▪▪▪▪▪▪ ▪▪ ▪▪▪▪ ▪▪▪▪▪ ▪▪▪ ▪▪▪▪ ▪▪▪▪ ▪▪▪▪▪ ▪▪▪ ▪▪▪▪ ▪▪▪ ▪▪▪▪▪ ▪▪▪ ▪▪▪▪ ▪▪▪▪▪▪ ▪▪ ▪▪▪▪ ▪▪▪▪▪ ▪▪▪ ▪▪▪▪ ▪▪▪▪ ▪▪▪▪▪ ▪▪▪ ▪▪▪▪ ▪▪▪ ▪▪▪▪▪ ▪▪▪ ▪▪▪▪ ▪▪▪▪▪▪ ▪▪ ▪▪▪▪ ▪▪▪▪▪ ▪▪▪ ▪▪▪▪ ▪▪▪▪ ▪▪▪▪▪ ▪▪▪ ▪▪▪▪ ▪▪▪ ▪▪▪▪▪ ▪▪▪ ▪▪▪▪ ▪▪▪▪▪▪ ▪▪ ▪▪▪▪ ▪▪▪▪▪ ▪▪▪ ▪▪▪▪ ▪▪▪▪ ▪▪▪▪▪ ▪▪▪ ▪▪▪▪ ▪▪▪ ▪▪▪▪▪ ▪▪▪ ▪▪▪▪ ▪▪▪▪▪▪ ▪▪ ▪▪▪▪ ▪▪▪▪▪ ▪▪▪ ▪▪▪▪ ▪▪▪▪ ▪▪▪▪▪ ▪▪▪ bbox=[100, 344, 176, 383]
notice-paragraph: ▪▪▪▪ ▪▪▪ ▪▪▪▪▪ ▪▪▪ ▪▪▪▪ ▪▪▪▪▪▪ ▪▪ ▪▪▪▪ ▪▪▪▪▪ ▪▪▪ ▪▪▪▪ ▪▪▪▪ ▪▪▪▪▪ ▪▪▪ ▪▪▪▪ ▪▪▪ ▪▪▪▪▪ ▪▪▪ ▪▪▪▪ ▪▪▪▪▪▪ ▪▪ ▪▪▪▪ ▪▪▪▪▪ ▪▪▪ ▪▪▪▪ ▪▪▪▪ ▪▪▪▪▪ ▪▪▪ ▪▪▪▪ ▪▪▪ ▪▪▪▪▪ ▪▪▪ ▪▪▪▪ ▪▪▪▪▪▪ ▪▪ ▪▪▪▪ ▪▪▪▪▪ ▪▪▪ ▪▪▪▪ ▪▪▪▪ ▪▪▪▪▪ ▪▪▪ ▪▪▪▪ ▪▪▪ ▪▪▪▪▪ ▪▪▪ ▪▪▪▪ ▪▪▪▪▪▪ ▪▪ ▪▪▪▪ ▪▪▪▪▪ ▪▪▪ ▪▪▪▪ ▪▪▪▪ ▪▪▪▪▪ ▪▪▪ ▪▪▪▪ ▪▪▪ ▪▪▪▪▪ ▪▪▪ ▪▪▪▪ ▪▪▪▪▪▪ ▪▪ ▪▪▪▪ ▪▪▪▪▪ ▪▪▪ ▪▪▪▪ ▪▪▪▪ ▪▪▪▪▪ ▪▪▪ ▪▪▪▪ ▪▪▪ ▪▪▪▪▪ ▪▪▪ ▪▪▪▪ ▪▪▪▪▪▪ ▪▪ ▪▪▪▪ ▪▪▪▪▪ ▪▪▪ ▪▪▪▪ ▪▪▪▪ ▪▪▪▪▪ ▪▪▪ bbox=[206, 538, 282, 577]
column-heading-1: 1/4中缝 bbox=[38, 47, 92, 63]
notice-paragraph: ▪▪▪▪ ▪▪▪ ▪▪▪▪▪ ▪▪▪ ▪▪▪▪ ▪▪▪▪▪▪ ▪▪ ▪▪▪▪ ▪▪▪▪▪ ▪▪▪ ▪▪▪▪ ▪▪▪▪ ▪▪▪▪▪ ▪▪▪ ▪▪▪▪ ▪▪▪ ▪▪▪▪▪ ▪▪▪ ▪▪▪▪ ▪▪▪▪▪▪ ▪▪ ▪▪▪▪ ▪▪▪▪▪ ▪▪▪ ▪▪▪▪ ▪▪▪▪ ▪▪▪▪▪ ▪▪▪ ▪▪▪▪ ▪▪▪ ▪▪▪▪▪ ▪▪▪ ▪▪▪▪ ▪▪▪▪▪▪ ▪▪ ▪▪▪▪ ▪▪▪▪▪ ▪▪▪ ▪▪▪▪ ▪▪▪▪ ▪▪▪▪▪ ▪▪▪ ▪▪▪▪ ▪▪▪ ▪▪▪▪▪ ▪▪▪ ▪▪▪▪ ▪▪▪▪▪▪ ▪▪ ▪▪▪▪ ▪▪▪▪▪ ▪▪▪ ▪▪▪▪ ▪▪▪▪ ▪▪▪▪▪ ▪▪▪ ▪▪▪▪ ▪▪▪ ▪▪▪▪▪ ▪▪▪ ▪▪▪▪ ▪▪▪▪▪▪ ▪▪ ▪▪▪▪ ▪▪▪▪▪ ▪▪▪ ▪▪▪▪ ▪▪▪▪ ▪▪▪▪▪ ▪▪▪ ▪▪▪▪ ▪▪▪ ▪▪▪▪▪ ▪▪▪ ▪▪▪▪ ▪▪▪▪▪▪ ▪▪ ▪▪▪▪ ▪▪▪▪▪ ▪▪▪ ▪▪▪▪ ▪▪▪▪ ▪▪▪▪▪ ▪▪▪ bbox=[293, 635, 369, 674]
notice-paragraph: ▪▪▪▪ ▪▪▪ ▪▪▪▪▪ ▪▪▪ ▪▪▪▪ ▪▪▪▪▪▪ ▪▪ ▪▪▪▪ ▪▪▪▪▪ ▪▪▪ ▪▪▪▪ ▪▪▪▪ ▪▪▪▪▪ ▪▪▪ ▪▪▪▪ ▪▪▪ ▪▪▪▪▪ ▪▪▪ ▪▪▪▪ ▪▪▪▪▪▪ ▪▪ ▪▪▪▪ ▪▪▪▪▪ ▪▪▪ ▪▪▪▪ ▪▪▪▪ ▪▪▪▪▪ ▪▪▪ ▪▪▪▪ ▪▪▪ ▪▪▪▪▪ ▪▪▪ ▪▪▪▪ ▪▪▪▪▪▪ ▪▪ ▪▪▪▪ ▪▪▪▪▪ ▪▪▪ ▪▪▪▪ ▪▪▪▪ ▪▪▪▪▪ ▪▪▪ ▪▪▪▪ ▪▪▪ ▪▪▪▪▪ ▪▪▪ ▪▪▪▪ ▪▪▪▪▪▪ ▪▪ ▪▪▪▪ ▪▪▪▪▪ ▪▪▪ ▪▪▪▪ ▪▪▪▪ ▪▪▪▪▪ ▪▪▪ bbox=[100, 383, 176, 409]
notice-paragraph: ▪▪▪▪ ▪▪▪ ▪▪▪▪▪ ▪▪▪ ▪▪▪▪ ▪▪▪▪▪▪ ▪▪ ▪▪▪▪ ▪▪▪▪▪ ▪▪▪ ▪▪▪▪ ▪▪▪▪ ▪▪▪▪▪ ▪▪▪ ▪▪▪▪ ▪▪▪ ▪▪▪▪▪ ▪▪▪ ▪▪▪▪ ▪▪▪▪▪▪ ▪▪ ▪▪▪▪ ▪▪▪▪▪ ▪▪▪ ▪▪▪▪ ▪▪▪▪ ▪▪▪▪▪ ▪▪▪ ▪▪▪▪ ▪▪▪ ▪▪▪▪▪ ▪▪▪ ▪▪▪▪ ▪▪▪▪▪▪ ▪▪ ▪▪▪▪ ▪▪▪▪▪ ▪▪▪ ▪▪▪▪ ▪▪▪▪ ▪▪▪▪▪ ▪▪▪ ▪▪▪▪ ▪▪▪ ▪▪▪▪▪ ▪▪▪ ▪▪▪▪ ▪▪▪▪▪▪ ▪▪ ▪▪▪▪ ▪▪▪▪▪ ▪▪▪ ▪▪▪▪ ▪▪▪▪ ▪▪▪▪▪ ▪▪▪ bbox=[13, 189, 89, 215]
notice-paragraph: ▪▪▪▪ ▪▪▪ ▪▪▪▪▪ ▪▪▪ ▪▪▪▪ ▪▪▪▪▪▪ ▪▪ ▪▪▪▪ ▪▪▪▪▪ ▪▪▪ ▪▪▪▪ ▪▪▪▪ ▪▪▪▪▪ ▪▪▪ ▪▪▪▪ ▪▪▪ ▪▪▪▪▪ ▪▪▪ ▪▪▪▪ ▪▪▪▪▪▪ ▪▪ ▪▪▪▪ ▪▪▪▪▪ ▪▪▪ ▪▪▪▪ ▪▪▪▪ ▪▪▪▪▪ ▪▪▪ ▪▪▪▪ ▪▪▪ ▪▪▪▪▪ ▪▪▪ ▪▪▪▪ ▪▪▪▪▪▪ ▪▪ ▪▪▪▪ ▪▪▪▪▪ ▪▪▪ ▪▪▪▪ ▪▪▪▪ ▪▪▪▪▪ ▪▪▪ ▪▪▪▪ ▪▪▪ ▪▪▪▪▪ ▪▪▪ ▪▪▪▪ ▪▪▪▪▪▪ ▪▪ ▪▪▪▪ ▪▪▪▪▪ ▪▪▪ ▪▪▪▪ ▪▪▪▪ ▪▪▪▪▪ ▪▪▪ ▪▪▪▪ ▪▪▪ ▪▪▪▪▪ ▪▪▪ ▪▪▪▪ ▪▪▪▪▪▪ ▪▪ ▪▪▪▪ ▪▪▪▪▪ ▪▪▪ ▪▪▪▪ ▪▪▪▪ ▪▪▪▪▪ ▪▪▪ bbox=[293, 1089, 369, 1119]
notice-paragraph: ▪▪▪▪ ▪▪▪ ▪▪▪▪▪ ▪▪▪ ▪▪▪▪ ▪▪▪▪▪▪ ▪▪ ▪▪▪▪ ▪▪▪▪▪ ▪▪▪ ▪▪▪▪ ▪▪▪▪ ▪▪▪▪▪ ▪▪▪ ▪▪▪▪ ▪▪▪ ▪▪▪▪▪ ▪▪▪ ▪▪▪▪ ▪▪▪▪▪▪ ▪▪ ▪▪▪▪ ▪▪▪▪▪ ▪▪▪ ▪▪▪▪ ▪▪▪▪ ▪▪▪▪▪ ▪▪▪ ▪▪▪▪ ▪▪▪ ▪▪▪▪▪ ▪▪▪ ▪▪▪▪ ▪▪▪▪▪▪ ▪▪ ▪▪▪▪ ▪▪▪▪▪ ▪▪▪ ▪▪▪▪ ▪▪▪▪ ▪▪▪▪▪ ▪▪▪ ▪▪▪▪ ▪▪▪ ▪▪▪▪▪ ▪▪▪ ▪▪▪▪ ▪▪▪▪▪▪ ▪▪ ▪▪▪▪ ▪▪▪▪▪ ▪▪▪ ▪▪▪▪ ▪▪▪▪ ▪▪▪▪▪ ▪▪▪ ▪▪▪▪ ▪▪▪ ▪▪▪▪▪ ▪▪▪ ▪▪▪▪ ▪▪▪▪▪▪ ▪▪ ▪▪▪▪ ▪▪▪▪▪ ▪▪▪ ▪▪▪▪ ▪▪▪▪ ▪▪▪▪▪ ▪▪▪ bbox=[100, 507, 176, 537]
notice-paragraph: ▪▪▪▪ ▪▪▪ ▪▪▪▪▪ ▪▪▪ ▪▪▪▪ ▪▪▪▪▪▪ ▪▪ ▪▪▪▪ ▪▪▪▪▪ ▪▪▪ ▪▪▪▪ ▪▪▪▪ ▪▪▪▪▪ ▪▪▪ ▪▪▪▪ ▪▪▪ ▪▪▪▪▪ ▪▪▪ ▪▪▪▪ ▪▪▪▪▪▪ ▪▪ ▪▪▪▪ ▪▪▪▪▪ ▪▪▪ ▪▪▪▪ ▪▪▪▪ ▪▪▪▪▪ ▪▪▪ ▪▪▪▪ ▪▪▪ ▪▪▪▪▪ ▪▪▪ ▪▪▪▪ ▪▪▪▪▪▪ ▪▪ ▪▪▪▪ ▪▪▪▪▪ ▪▪▪ ▪▪▪▪ ▪▪▪▪ ▪▪▪▪▪ ▪▪▪ ▪▪▪▪ ▪▪▪ ▪▪▪▪▪ ▪▪▪ ▪▪▪▪ ▪▪▪▪▪▪ ▪▪ ▪▪▪▪ ▪▪▪▪▪ ▪▪▪ ▪▪▪▪ ▪▪▪▪ ▪▪▪▪▪ ▪▪▪ ▪▪▪▪ ▪▪▪ ▪▪▪▪▪ ▪▪▪ ▪▪▪▪ ▪▪▪▪▪▪ ▪▪ ▪▪▪▪ ▪▪▪▪▪ ▪▪▪ ▪▪▪▪ ▪▪▪▪ ▪▪▪▪▪ ▪▪▪ bbox=[100, 216, 176, 246]
notice-column-4 bbox=[290, 78, 372, 1133]
notice-paragraph: ▪▪▪▪ ▪▪▪ ▪▪▪▪▪ ▪▪▪ ▪▪▪▪ ▪▪▪▪▪▪ ▪▪ ▪▪▪▪ ▪▪▪▪▪ ▪▪▪ ▪▪▪▪ ▪▪▪▪ ▪▪▪▪▪ ▪▪▪ ▪▪▪▪ ▪▪▪ ▪▪▪▪▪ ▪▪▪ ▪▪▪▪ ▪▪▪▪▪▪ ▪▪ ▪▪▪▪ ▪▪▪▪▪ ▪▪▪ ▪▪▪▪ ▪▪▪▪ ▪▪▪▪▪ ▪▪▪ ▪▪▪▪ ▪▪▪ ▪▪▪▪▪ ▪▪▪ ▪▪▪▪ ▪▪▪▪▪▪ ▪▪ ▪▪▪▪ ▪▪▪▪▪ ▪▪▪ ▪▪▪▪ ▪▪▪▪ ▪▪▪▪▪ ▪▪▪ ▪▪▪▪ ▪▪▪ ▪▪▪▪▪ ▪▪▪ ▪▪▪▪ ▪▪▪▪▪▪ ▪▪ ▪▪▪▪ ▪▪▪▪▪ ▪▪▪ ▪▪▪▪ ▪▪▪▪ ▪▪▪▪▪ ▪▪▪ bbox=[13, 965, 89, 991]
notice-paragraph: ▪▪▪▪ ▪▪▪ ▪▪▪▪▪ ▪▪▪ ▪▪▪▪ ▪▪▪▪▪▪ ▪▪ ▪▪▪▪ ▪▪▪▪▪ ▪▪▪ ▪▪▪▪ ▪▪▪▪ ▪▪▪▪▪ ▪▪▪ ▪▪▪▪ ▪▪▪ ▪▪▪▪▪ ▪▪▪ ▪▪▪▪ ▪▪▪▪▪▪ ▪▪ ▪▪▪▪ ▪▪▪▪▪ ▪▪▪ ▪▪▪▪ ▪▪▪▪ ▪▪▪▪▪ ▪▪▪ ▪▪▪▪ ▪▪▪ ▪▪▪▪▪ ▪▪▪ ▪▪▪▪ ▪▪▪▪▪▪ ▪▪ ▪▪▪▪ ▪▪▪▪▪ ▪▪▪ ▪▪▪▪ ▪▪▪▪ ▪▪▪▪▪ ▪▪▪ ▪▪▪▪ ▪▪▪ ▪▪▪▪▪ ▪▪▪ ▪▪▪▪ ▪▪▪▪▪▪ ▪▪ ▪▪▪▪ ▪▪▪▪▪ ▪▪▪ ▪▪▪▪ ▪▪▪▪ ▪▪▪▪▪ ▪▪▪ ▪▪▪▪ ▪▪▪ ▪▪▪▪▪ ▪▪▪ ▪▪▪▪ ▪▪▪▪▪▪ ▪▪ ▪▪▪▪ ▪▪▪▪▪ ▪▪▪ ▪▪▪▪ ▪▪▪▪ ▪▪▪▪▪ ▪▪▪ bbox=[13, 701, 89, 731]
notice-paragraph: ▪▪▪▪ ▪▪▪ ▪▪▪▪▪ ▪▪▪ ▪▪▪▪ ▪▪▪▪▪▪ ▪▪ ▪▪▪▪ ▪▪▪▪▪ ▪▪▪ ▪▪▪▪ ▪▪▪▪ ▪▪▪▪▪ ▪▪▪ ▪▪▪▪ ▪▪▪ ▪▪▪▪▪ ▪▪▪ ▪▪▪▪ ▪▪▪▪▪▪ ▪▪ ▪▪▪▪ ▪▪▪▪▪ ▪▪▪ ▪▪▪▪ ▪▪▪▪ ▪▪▪▪▪ ▪▪▪ ▪▪▪▪ ▪▪▪ ▪▪▪▪▪ ▪▪▪ ▪▪▪▪ ▪▪▪▪▪▪ ▪▪ ▪▪▪▪ ▪▪▪▪▪ ▪▪▪ ▪▪▪▪ ▪▪▪▪ ▪▪▪▪▪ ▪▪▪ ▪▪▪▪ ▪▪▪ ▪▪▪▪▪ ▪▪▪ ▪▪▪▪ ▪▪▪▪▪▪ ▪▪ ▪▪▪▪ ▪▪▪▪▪ ▪▪▪ ▪▪▪▪ ▪▪▪▪ ▪▪▪▪▪ ▪▪▪ ▪▪▪▪ ▪▪▪ ▪▪▪▪▪ ▪▪▪ ▪▪▪▪ ▪▪▪▪▪▪ ▪▪ ▪▪▪▪ ▪▪▪▪▪ ▪▪▪ ▪▪▪▪ ▪▪▪▪ ▪▪▪▪▪ ▪▪▪ bbox=[13, 798, 89, 828]
notice-paragraph: ▪▪▪▪ ▪▪▪ ▪▪▪▪▪ ▪▪▪ ▪▪▪▪ ▪▪▪▪▪▪ ▪▪ ▪▪▪▪ ▪▪▪▪▪ ▪▪▪ ▪▪▪▪ ▪▪▪▪ ▪▪▪▪▪ ▪▪▪ ▪▪▪▪ ▪▪▪ ▪▪▪▪▪ ▪▪▪ ▪▪▪▪ ▪▪▪▪▪▪ ▪▪ ▪▪▪▪ ▪▪▪▪▪ ▪▪▪ ▪▪▪▪ ▪▪▪▪ ▪▪▪▪▪ ▪▪▪ ▪▪▪▪ ▪▪▪ ▪▪▪▪▪ ▪▪▪ ▪▪▪▪ ▪▪▪▪▪▪ ▪▪ ▪▪▪▪ ▪▪▪▪▪ ▪▪▪ ▪▪▪▪ ▪▪▪▪ ▪▪▪▪▪ ▪▪▪ ▪▪▪▪ ▪▪▪ ▪▪▪▪▪ ▪▪▪ ▪▪▪▪ ▪▪▪▪▪▪ ▪▪ ▪▪▪▪ ▪▪▪▪▪ ▪▪▪ ▪▪▪▪ ▪▪▪▪ ▪▪▪▪▪ ▪▪▪ ▪▪▪▪ ▪▪▪ ▪▪▪▪▪ ▪▪▪ ▪▪▪▪ ▪▪▪▪▪▪ ▪▪ ▪▪▪▪ ▪▪▪▪▪ ▪▪▪ ▪▪▪▪ ▪▪▪▪ ▪▪▪▪▪ ▪▪▪ ▪▪▪▪ ▪▪▪ ▪▪▪▪▪ ▪▪▪ ▪▪▪▪ ▪▪▪▪▪▪ ▪▪ ▪▪▪▪ ▪▪▪▪▪ ▪▪▪ ▪▪▪▪ ▪▪▪▪ ▪▪▪▪▪ ▪▪▪ bbox=[13, 247, 89, 286]
notice-paragraph: ▪▪▪▪ ▪▪▪ ▪▪▪▪▪ ▪▪▪ ▪▪▪▪ ▪▪▪▪▪▪ ▪▪ ▪▪▪▪ ▪▪▪▪▪ ▪▪▪ ▪▪▪▪ ▪▪▪▪ ▪▪▪▪▪ ▪▪▪ ▪▪▪▪ ▪▪▪ ▪▪▪▪▪ ▪▪▪ ▪▪▪▪ ▪▪▪▪▪▪ ▪▪ ▪▪▪▪ ▪▪▪▪▪ ▪▪▪ ▪▪▪▪ ▪▪▪▪ ▪▪▪▪▪ ▪▪▪ ▪▪▪▪ ▪▪▪ ▪▪▪▪▪ ▪▪▪ ▪▪▪▪ ▪▪▪▪▪▪ ▪▪ ▪▪▪▪ ▪▪▪▪▪ ▪▪▪ ▪▪▪▪ ▪▪▪▪ ▪▪▪▪▪ ▪▪▪ ▪▪▪▪ ▪▪▪ ▪▪▪▪▪ ▪▪▪ ▪▪▪▪ ▪▪▪▪▪▪ ▪▪ ▪▪▪▪ ▪▪▪▪▪ ▪▪▪ ▪▪▪▪ ▪▪▪▪ ▪▪▪▪▪ ▪▪▪ ▪▪▪▪ ▪▪▪ ▪▪▪▪▪ ▪▪▪ ▪▪▪▪ ▪▪▪▪▪▪ ▪▪ ▪▪▪▪ ▪▪▪▪▪ ▪▪▪ ▪▪▪▪ ▪▪▪▪ ▪▪▪▪▪ ▪▪▪ bbox=[206, 895, 282, 925]
notice-paragraph: ▪▪▪▪ ▪▪▪ ▪▪▪▪▪ ▪▪▪ ▪▪▪▪ ▪▪▪▪▪▪ ▪▪ ▪▪▪▪ ▪▪▪▪▪ ▪▪▪ ▪▪▪▪ ▪▪▪▪ ▪▪▪▪▪ ▪▪▪ ▪▪▪▪ ▪▪▪ ▪▪▪▪▪ ▪▪▪ ▪▪▪▪ ▪▪▪▪▪▪ ▪▪ ▪▪▪▪ ▪▪▪▪▪ ▪▪▪ ▪▪▪▪ ▪▪▪▪ ▪▪▪▪▪ ▪▪▪ ▪▪▪▪ ▪▪▪ ▪▪▪▪▪ ▪▪▪ ▪▪▪▪ ▪▪▪▪▪▪ ▪▪ ▪▪▪▪ ▪▪▪▪▪ ▪▪▪ ▪▪▪▪ ▪▪▪▪ ▪▪▪▪▪ ▪▪▪ ▪▪▪▪ ▪▪▪ ▪▪▪▪▪ ▪▪▪ ▪▪▪▪ ▪▪▪▪▪▪ ▪▪ ▪▪▪▪ ▪▪▪▪▪ ▪▪▪ ▪▪▪▪ ▪▪▪▪ ▪▪▪▪▪ ▪▪▪ ▪▪▪▪ ▪▪▪ ▪▪▪▪▪ ▪▪▪ ▪▪▪▪ ▪▪▪▪▪▪ ▪▪ ▪▪▪▪ ▪▪▪▪▪ ▪▪▪ ▪▪▪▪ ▪▪▪▪ ▪▪▪▪▪ ▪▪▪ ▪▪▪▪ ▪▪▪ ▪▪▪▪▪ ▪▪▪ ▪▪▪▪ ▪▪▪▪▪▪ ▪▪ ▪▪▪▪ ▪▪▪▪▪ ▪▪▪ ▪▪▪▪ ▪▪▪▪ ▪▪▪▪▪ ▪▪▪ bbox=[293, 150, 369, 189]
notice-paragraph: ▪▪▪▪ ▪▪▪ ▪▪▪▪▪ ▪▪▪ ▪▪▪▪ ▪▪▪▪▪▪ ▪▪ ▪▪▪▪ ▪▪▪▪▪ ▪▪▪ ▪▪▪▪ ▪▪▪▪ ▪▪▪▪▪ ▪▪▪ ▪▪▪▪ ▪▪▪ ▪▪▪▪▪ ▪▪▪ ▪▪▪▪ ▪▪▪▪▪▪ ▪▪ ▪▪▪▪ ▪▪▪▪▪ ▪▪▪ ▪▪▪▪ ▪▪▪▪ ▪▪▪▪▪ ▪▪▪ ▪▪▪▪ ▪▪▪ ▪▪▪▪▪ ▪▪▪ ▪▪▪▪ ▪▪▪▪▪▪ ▪▪ ▪▪▪▪ ▪▪▪▪▪ ▪▪▪ ▪▪▪▪ ▪▪▪▪ ▪▪▪▪▪ ▪▪▪ ▪▪▪▪ ▪▪▪ ▪▪▪▪▪ ▪▪▪ ▪▪▪▪ ▪▪▪▪▪▪ ▪▪ ▪▪▪▪ ▪▪▪▪▪ ▪▪▪ ▪▪▪▪ ▪▪▪▪ ▪▪▪▪▪ ▪▪▪ bbox=[293, 965, 369, 991]
column-header: 公告专栏 bbox=[291, 79, 371, 92]
notice-paragraph: ▪▪▪▪ ▪▪▪ ▪▪▪▪▪ ▪▪▪ ▪▪▪▪ ▪▪▪▪▪▪ ▪▪ ▪▪▪▪ ▪▪▪▪▪ ▪▪▪ ▪▪▪▪ ▪▪▪▪ ▪▪▪▪▪ ▪▪▪ ▪▪▪▪ ▪▪▪ ▪▪▪▪▪ ▪▪▪ ▪▪▪▪ ▪▪▪▪▪▪ ▪▪ ▪▪▪▪ ▪▪▪▪▪ ▪▪▪ ▪▪▪▪ ▪▪▪▪ ▪▪▪▪▪ ▪▪▪ ▪▪▪▪ ▪▪▪ ▪▪▪▪▪ ▪▪▪ ▪▪▪▪ ▪▪▪▪▪▪ ▪▪ ▪▪▪▪ ▪▪▪▪▪ ▪▪▪ ▪▪▪▪ ▪▪▪▪ ▪▪▪▪▪ ▪▪▪ ▪▪▪▪ ▪▪▪ ▪▪▪▪▪ ▪▪▪ ▪▪▪▪ ▪▪▪▪▪▪ ▪▪ ▪▪▪▪ ▪▪▪▪▪ ▪▪▪ ▪▪▪▪ ▪▪▪▪ ▪▪▪▪▪ ▪▪▪ bbox=[206, 383, 282, 409]
notice-paragraph: ▪▪▪▪ ▪▪▪ ▪▪▪▪▪ ▪▪▪ ▪▪▪▪ ▪▪▪▪▪▪ ▪▪ ▪▪▪▪ ▪▪▪▪▪ ▪▪▪ ▪▪▪▪ ▪▪▪▪ ▪▪▪▪▪ ▪▪▪ ▪▪▪▪ ▪▪▪ ▪▪▪▪▪ ▪▪▪ ▪▪▪▪ ▪▪▪▪▪▪ ▪▪ ▪▪▪▪ ▪▪▪▪▪ ▪▪▪ ▪▪▪▪ ▪▪▪▪ ▪▪▪▪▪ ▪▪▪ ▪▪▪▪ ▪▪▪ ▪▪▪▪▪ ▪▪▪ ▪▪▪▪ ▪▪▪▪▪▪ ▪▪ ▪▪▪▪ ▪▪▪▪▪ ▪▪▪ ▪▪▪▪ ▪▪▪▪ ▪▪▪▪▪ ▪▪▪ ▪▪▪▪ ▪▪▪ ▪▪▪▪▪ ▪▪▪ ▪▪▪▪ ▪▪▪▪▪▪ ▪▪ ▪▪▪▪ ▪▪▪▪▪ ▪▪▪ ▪▪▪▪ ▪▪▪▪ ▪▪▪▪▪ ▪▪▪ ▪▪▪▪ ▪▪▪ ▪▪▪▪▪ ▪▪▪ ▪▪▪▪ ▪▪▪▪▪▪ ▪▪ ▪▪▪▪ ▪▪▪▪▪ ▪▪▪ ▪▪▪▪ ▪▪▪▪ ▪▪▪▪▪ ▪▪▪ bbox=[293, 313, 369, 343]
notice-paragraph: ▪▪▪▪ ▪▪▪ ▪▪▪▪▪ ▪▪▪ ▪▪▪▪ ▪▪▪▪▪▪ ▪▪ ▪▪▪▪ ▪▪▪▪▪ ▪▪▪ ▪▪▪▪ ▪▪▪▪ ▪▪▪▪▪ ▪▪▪ ▪▪▪▪ ▪▪▪ ▪▪▪▪▪ ▪▪▪ ▪▪▪▪ ▪▪▪▪▪▪ ▪▪ ▪▪▪▪ ▪▪▪▪▪ ▪▪▪ ▪▪▪▪ ▪▪▪▪ ▪▪▪▪▪ ▪▪▪ ▪▪▪▪ ▪▪▪ ▪▪▪▪▪ ▪▪▪ ▪▪▪▪ ▪▪▪▪▪▪ ▪▪ ▪▪▪▪ ▪▪▪▪▪ ▪▪▪ ▪▪▪▪ ▪▪▪▪ ▪▪▪▪▪ ▪▪▪ ▪▪▪▪ ▪▪▪ ▪▪▪▪▪ ▪▪▪ ▪▪▪▪ ▪▪▪▪▪▪ ▪▪ ▪▪▪▪ ▪▪▪▪▪ ▪▪▪ ▪▪▪▪ ▪▪▪▪ ▪▪▪▪▪ ▪▪▪ bbox=[293, 868, 369, 894]
notice-paragraph: ▪▪▪▪ ▪▪▪ ▪▪▪▪▪ ▪▪▪ ▪▪▪▪ ▪▪▪▪▪▪ ▪▪ ▪▪▪▪ ▪▪▪▪▪ ▪▪▪ ▪▪▪▪ ▪▪▪▪ ▪▪▪▪▪ ▪▪▪ ▪▪▪▪ ▪▪▪ ▪▪▪▪▪ ▪▪▪ ▪▪▪▪ ▪▪▪▪▪▪ ▪▪ ▪▪▪▪ ▪▪▪▪▪ ▪▪▪ ▪▪▪▪ ▪▪▪▪ ▪▪▪▪▪ ▪▪▪ ▪▪▪▪ ▪▪▪ ▪▪▪▪▪ ▪▪▪ ▪▪▪▪ ▪▪▪▪▪▪ ▪▪ ▪▪▪▪ ▪▪▪▪▪ ▪▪▪ ▪▪▪▪ ▪▪▪▪ ▪▪▪▪▪ ▪▪▪ ▪▪▪▪ ▪▪▪ ▪▪▪▪▪ ▪▪▪ ▪▪▪▪ ▪▪▪▪▪▪ ▪▪ ▪▪▪▪ ▪▪▪▪▪ ▪▪▪ ▪▪▪▪ ▪▪▪▪ ▪▪▪▪▪ ▪▪▪ ▪▪▪▪ ▪▪▪ ▪▪▪▪▪ ▪▪▪ ▪▪▪▪ ▪▪▪▪▪▪ ▪▪ ▪▪▪▪ ▪▪▪▪▪ ▪▪▪ ▪▪▪▪ ▪▪▪▪ ▪▪▪▪▪ ▪▪▪ ▪▪▪▪ ▪▪▪ ▪▪▪▪▪ ▪▪▪ ▪▪▪▪ ▪▪▪▪▪▪ ▪▪ ▪▪▪▪ ▪▪▪▪▪ ▪▪▪ ▪▪▪▪ ▪▪▪▪ ▪▪▪▪▪ ▪▪▪ bbox=[293, 732, 369, 771]
notice-paragraph: ▪▪▪▪ ▪▪▪ ▪▪▪▪▪ ▪▪▪ ▪▪▪▪ ▪▪▪▪▪▪ ▪▪ ▪▪▪▪ ▪▪▪▪▪ ▪▪▪ ▪▪▪▪ ▪▪▪▪ ▪▪▪▪▪ ▪▪▪ ▪▪▪▪ ▪▪▪ ▪▪▪▪▪ ▪▪▪ ▪▪▪▪ ▪▪▪▪▪▪ ▪▪ ▪▪▪▪ ▪▪▪▪▪ ▪▪▪ ▪▪▪▪ ▪▪▪▪ ▪▪▪▪▪ ▪▪▪ ▪▪▪▪ ▪▪▪ ▪▪▪▪▪ ▪▪▪ ▪▪▪▪ ▪▪▪▪▪▪ ▪▪ ▪▪▪▪ ▪▪▪▪▪ ▪▪▪ ▪▪▪▪ ▪▪▪▪ ▪▪▪▪▪ ▪▪▪ ▪▪▪▪ ▪▪▪ ▪▪▪▪▪ ▪▪▪ ▪▪▪▪ ▪▪▪▪▪▪ ▪▪ ▪▪▪▪ ▪▪▪▪▪ ▪▪▪ ▪▪▪▪ ▪▪▪▪ ▪▪▪▪▪ ▪▪▪ bbox=[293, 771, 369, 797]
column-body bbox=[98, 92, 178, 1134]
column-body bbox=[291, 92, 371, 1132]
notice-paragraph: ▪▪▪▪ ▪▪▪ ▪▪▪▪▪ ▪▪▪ ▪▪▪▪ ▪▪▪▪▪▪ ▪▪ ▪▪▪▪ ▪▪▪▪▪ ▪▪▪ ▪▪▪▪ ▪▪▪▪ ▪▪▪▪▪ ▪▪▪ ▪▪▪▪ ▪▪▪ ▪▪▪▪▪ ▪▪▪ ▪▪▪▪ ▪▪▪▪▪▪ ▪▪ ▪▪▪▪ ▪▪▪▪▪ ▪▪▪ ▪▪▪▪ ▪▪▪▪ ▪▪▪▪▪ ▪▪▪ ▪▪▪▪ ▪▪▪ ▪▪▪▪▪ ▪▪▪ ▪▪▪▪ ▪▪▪▪▪▪ ▪▪ ▪▪▪▪ ▪▪▪▪▪ ▪▪▪ ▪▪▪▪ ▪▪▪▪ ▪▪▪▪▪ ▪▪▪ ▪▪▪▪ ▪▪▪ ▪▪▪▪▪ ▪▪▪ ▪▪▪▪ ▪▪▪▪▪▪ ▪▪ ▪▪▪▪ ▪▪▪▪▪ ▪▪▪ ▪▪▪▪ ▪▪▪▪ ▪▪▪▪▪ ▪▪▪ ▪▪▪▪ ▪▪▪ ▪▪▪▪▪ ▪▪▪ ▪▪▪▪ ▪▪▪▪▪▪ ▪▪ ▪▪▪▪ ▪▪▪▪▪ ▪▪▪ ▪▪▪▪ ▪▪▪▪ ▪▪▪▪▪ ▪▪▪ ▪▪▪▪ ▪▪▪ ▪▪▪▪▪ ▪▪▪ ▪▪▪▪ ▪▪▪▪▪▪ ▪▪ ▪▪▪▪ ▪▪▪▪▪ ▪▪▪ ▪▪▪▪ ▪▪▪▪ ▪▪▪▪▪ ▪▪▪ bbox=[206, 635, 282, 674]
notice-paragraph: ▪▪▪▪ ▪▪▪ ▪▪▪▪▪ ▪▪▪ ▪▪▪▪ ▪▪▪▪▪▪ ▪▪ ▪▪▪▪ ▪▪▪▪▪ ▪▪▪ ▪▪▪▪ ▪▪▪▪ ▪▪▪▪▪ ▪▪▪ ▪▪▪▪ ▪▪▪ ▪▪▪▪▪ ▪▪▪ ▪▪▪▪ ▪▪▪▪▪▪ ▪▪ ▪▪▪▪ ▪▪▪▪▪ ▪▪▪ ▪▪▪▪ ▪▪▪▪ ▪▪▪▪▪ ▪▪▪ ▪▪▪▪ ▪▪▪ ▪▪▪▪▪ ▪▪▪ ▪▪▪▪ ▪▪▪▪▪▪ ▪▪ ▪▪▪▪ ▪▪▪▪▪ ▪▪▪ ▪▪▪▪ ▪▪▪▪ ▪▪▪▪▪ ▪▪▪ ▪▪▪▪ ▪▪▪ ▪▪▪▪▪ ▪▪▪ ▪▪▪▪ ▪▪▪▪▪▪ ▪▪ ▪▪▪▪ ▪▪▪▪▪ ▪▪▪ ▪▪▪▪ ▪▪▪▪ ▪▪▪▪▪ ▪▪▪ bbox=[206, 674, 282, 700]
notice-paragraph: ▪▪▪▪ ▪▪▪ ▪▪▪▪▪ ▪▪▪ ▪▪▪▪ ▪▪▪▪▪▪ ▪▪ ▪▪▪▪ ▪▪▪▪▪ ▪▪▪ ▪▪▪▪ ▪▪▪▪ ▪▪▪▪▪ ▪▪▪ ▪▪▪▪ ▪▪▪ ▪▪▪▪▪ ▪▪▪ ▪▪▪▪ ▪▪▪▪▪▪ ▪▪ ▪▪▪▪ ▪▪▪▪▪ ▪▪▪ ▪▪▪▪ ▪▪▪▪ ▪▪▪▪▪ ▪▪▪ ▪▪▪▪ ▪▪▪ ▪▪▪▪▪ ▪▪▪ ▪▪▪▪ ▪▪▪▪▪▪ ▪▪ ▪▪▪▪ ▪▪▪▪▪ ▪▪▪ ▪▪▪▪ ▪▪▪▪ ▪▪▪▪▪ ▪▪▪ ▪▪▪▪ ▪▪▪ ▪▪▪▪▪ ▪▪▪ ▪▪▪▪ ▪▪▪▪▪▪ ▪▪ ▪▪▪▪ ▪▪▪▪▪ ▪▪▪ ▪▪▪▪ ▪▪▪▪ ▪▪▪▪▪ ▪▪▪ bbox=[206, 577, 282, 603]
notice-paragraph: ▪▪▪▪ ▪▪▪ ▪▪▪▪▪ ▪▪▪ ▪▪▪▪ ▪▪▪▪▪▪ ▪▪ ▪▪▪▪ ▪▪▪▪▪ ▪▪▪ ▪▪▪▪ ▪▪▪▪ ▪▪▪▪▪ ▪▪▪ ▪▪▪▪ ▪▪▪ ▪▪▪▪▪ ▪▪▪ ▪▪▪▪ ▪▪▪▪▪▪ ▪▪ ▪▪▪▪ ▪▪▪▪▪ ▪▪▪ ▪▪▪▪ ▪▪▪▪ ▪▪▪▪▪ ▪▪▪ ▪▪▪▪ ▪▪▪ ▪▪▪▪▪ ▪▪▪ ▪▪▪▪ ▪▪▪▪▪▪ ▪▪ ▪▪▪▪ ▪▪▪▪▪ ▪▪▪ ▪▪▪▪ ▪▪▪▪ ▪▪▪▪▪ ▪▪▪ ▪▪▪▪ ▪▪▪ ▪▪▪▪▪ ▪▪▪ ▪▪▪▪ ▪▪▪▪▪▪ ▪▪ ▪▪▪▪ ▪▪▪▪▪ ▪▪▪ ▪▪▪▪ ▪▪▪▪ ▪▪▪▪▪ ▪▪▪ bbox=[293, 189, 369, 215]
notice-paragraph: ▪▪▪▪ ▪▪▪ ▪▪▪▪▪ ▪▪▪ ▪▪▪▪ ▪▪▪▪▪▪ ▪▪ ▪▪▪▪ ▪▪▪▪▪ ▪▪▪ ▪▪▪▪ ▪▪▪▪ ▪▪▪▪▪ ▪▪▪ ▪▪▪▪ ▪▪▪ ▪▪▪▪▪ ▪▪▪ ▪▪▪▪ ▪▪▪▪▪▪ ▪▪ ▪▪▪▪ ▪▪▪▪▪ ▪▪▪ ▪▪▪▪ ▪▪▪▪ ▪▪▪▪▪ ▪▪▪ ▪▪▪▪ ▪▪▪ ▪▪▪▪▪ ▪▪▪ ▪▪▪▪ ▪▪▪▪▪▪ ▪▪ ▪▪▪▪ ▪▪▪▪▪ ▪▪▪ ▪▪▪▪ ▪▪▪▪ ▪▪▪▪▪ ▪▪▪ ▪▪▪▪ ▪▪▪ ▪▪▪▪▪ ▪▪▪ ▪▪▪▪ ▪▪▪▪▪▪ ▪▪ ▪▪▪▪ ▪▪▪▪▪ ▪▪▪ ▪▪▪▪ ▪▪▪▪ ▪▪▪▪▪ ▪▪▪ ▪▪▪▪ ▪▪▪ ▪▪▪▪▪ ▪▪▪ ▪▪▪▪ ▪▪▪▪▪▪ ▪▪ ▪▪▪▪ ▪▪▪▪▪ ▪▪▪ ▪▪▪▪ ▪▪▪▪ ▪▪▪▪▪ ▪▪▪ ▪▪▪▪ ▪▪▪ ▪▪▪▪▪ ▪▪▪ ▪▪▪▪ ▪▪▪▪▪▪ ▪▪ ▪▪▪▪ ▪▪▪▪▪ ▪▪▪ ▪▪▪▪ ▪▪▪▪ ▪▪▪▪▪ ▪▪▪ bbox=[206, 732, 282, 771]
notice-paragraph: ▪▪▪▪ ▪▪▪ ▪▪▪▪▪ ▪▪▪ ▪▪▪▪ ▪▪▪▪▪▪ ▪▪ ▪▪▪▪ ▪▪▪▪▪ ▪▪▪ ▪▪▪▪ ▪▪▪▪ ▪▪▪▪▪ ▪▪▪ ▪▪▪▪ ▪▪▪ ▪▪▪▪▪ ▪▪▪ ▪▪▪▪ ▪▪▪▪▪▪ ▪▪ ▪▪▪▪ ▪▪▪▪▪ ▪▪▪ ▪▪▪▪ ▪▪▪▪ ▪▪▪▪▪ ▪▪▪ ▪▪▪▪ ▪▪▪ ▪▪▪▪▪ ▪ bbox=[100, 1120, 176, 1133]
notice-paragraph: ▪▪▪▪ ▪▪▪ ▪▪▪▪▪ ▪▪▪ ▪▪▪▪ ▪▪▪▪▪▪ ▪▪ ▪▪▪▪ ▪▪▪▪▪ ▪▪▪ ▪▪▪▪ ▪▪▪▪ ▪▪▪▪▪ ▪▪▪ ▪▪▪▪ ▪▪▪ ▪▪▪▪▪ ▪▪▪ ▪▪▪▪ ▪▪▪▪▪▪ ▪▪ ▪▪▪▪ ▪▪▪▪▪ ▪▪▪ ▪▪▪▪ ▪▪▪▪ ▪▪▪▪▪ ▪▪▪ ▪▪▪▪ ▪▪▪ ▪▪▪▪▪ ▪▪▪ ▪▪▪▪ ▪▪▪▪▪▪ ▪▪ ▪▪▪▪ ▪▪▪▪▪ ▪▪▪ ▪▪▪▪ ▪▪▪▪ ▪▪▪▪▪ ▪▪▪ ▪▪▪▪ ▪▪▪ ▪▪▪▪▪ ▪▪▪ ▪▪▪▪ ▪▪▪▪▪▪ ▪▪ ▪▪▪▪ ▪▪▪▪▪ ▪▪▪ ▪▪▪▪ ▪▪▪▪ ▪▪▪▪▪ ▪▪▪ ▪▪▪▪ ▪▪▪ ▪▪▪▪▪ ▪▪▪ ▪▪▪▪ ▪▪▪▪▪▪ ▪▪ ▪▪▪▪ ▪▪▪▪▪ ▪▪▪ ▪▪▪▪ ▪▪▪▪ ▪▪▪▪▪ ▪▪▪ bbox=[100, 701, 176, 731]
notice-paragraph: ▪▪▪▪ ▪▪▪ ▪▪▪▪▪ ▪▪▪ ▪▪▪▪ ▪▪▪▪▪▪ ▪▪ ▪▪▪▪ ▪▪▪▪▪ ▪▪▪ ▪▪▪▪ ▪▪▪▪ ▪▪▪▪▪ ▪▪▪ ▪▪▪▪ ▪▪▪ ▪▪▪▪▪ ▪▪▪ ▪▪▪▪ ▪▪▪▪▪▪ ▪▪ ▪▪▪▪ ▪▪▪▪▪ ▪▪▪ ▪▪▪▪ ▪▪▪▪ ▪▪▪▪▪ ▪▪▪ ▪▪▪▪ ▪▪▪ ▪▪▪▪▪ ▪▪▪ ▪▪▪▪ ▪▪▪▪▪▪ ▪▪ ▪▪▪▪ ▪▪▪▪▪ ▪▪▪ ▪▪▪▪ ▪▪▪▪ ▪▪▪▪▪ ▪▪▪ ▪▪▪▪ ▪▪▪ ▪▪▪▪▪ ▪▪▪ ▪▪▪▪ ▪▪▪▪▪▪ ▪▪ ▪▪▪▪ ▪▪▪▪▪ ▪▪▪ ▪▪▪▪ ▪▪▪▪ ▪▪▪▪▪ ▪▪▪ bbox=[206, 1062, 282, 1088]
notice-paragraph: ▪▪▪▪ ▪▪▪ ▪▪▪▪▪ ▪▪▪ ▪▪▪▪ ▪▪▪▪▪▪ ▪▪ ▪▪▪▪ ▪▪▪▪▪ ▪▪▪ ▪▪▪▪ ▪▪▪▪ ▪▪▪▪▪ ▪▪▪ ▪▪▪▪ ▪▪▪ ▪▪▪▪▪ ▪▪▪ ▪▪▪▪ ▪▪▪▪▪▪ ▪▪ ▪▪▪▪ ▪▪▪▪▪ ▪▪▪ ▪▪▪▪ ▪▪▪▪ ▪▪▪▪▪ ▪▪▪ ▪▪▪▪ ▪▪▪ ▪▪▪▪▪ ▪▪▪ ▪▪▪▪ ▪▪▪▪▪▪ ▪▪ ▪▪▪▪ ▪▪▪▪▪ ▪▪▪ ▪▪▪▪ ▪▪▪▪ ▪▪▪▪▪ ▪▪▪ ▪▪▪▪ ▪▪▪ ▪▪▪▪▪ ▪▪▪ ▪▪▪▪ ▪▪▪▪▪▪ ▪▪ ▪▪▪▪ ▪▪▪▪▪ ▪▪▪ ▪▪▪▪ ▪▪▪▪ ▪▪▪▪▪ ▪▪▪ ▪▪▪▪ ▪▪▪ ▪▪▪▪▪ ▪▪▪ ▪▪▪▪ ▪▪▪▪▪▪ ▪▪ ▪▪▪▪ ▪▪▪▪▪ ▪▪▪ ▪▪▪▪ ▪▪▪▪ ▪▪▪▪▪ ▪▪▪ bbox=[206, 119, 282, 149]
notice-paragraph: ▪▪▪▪ ▪▪▪ ▪▪▪▪▪ ▪▪▪ ▪▪▪▪ ▪▪▪▪▪▪ ▪▪ ▪▪▪▪ ▪▪▪▪▪ ▪▪▪ ▪▪▪▪ ▪▪▪▪ ▪▪▪▪▪ ▪▪▪ ▪▪▪▪ ▪▪▪ ▪▪▪▪▪ ▪▪▪ ▪▪▪▪ ▪▪▪▪▪▪ ▪▪ ▪▪▪▪ ▪▪▪▪▪ ▪▪▪ ▪▪▪▪ ▪▪▪▪ ▪▪▪▪▪ ▪▪▪ ▪▪▪▪ ▪▪▪ ▪▪▪▪▪ ▪▪▪ ▪▪▪▪ ▪▪▪▪▪▪ ▪▪ ▪▪▪▪ ▪▪▪▪▪ ▪▪▪ ▪▪▪▪ ▪▪▪▪ ▪▪▪▪▪ ▪▪▪ ▪▪▪▪ ▪▪▪ ▪▪▪▪▪ ▪▪▪ ▪▪▪▪ ▪▪▪▪▪▪ ▪▪ ▪▪▪▪ ▪▪▪▪▪ ▪▪▪ ▪▪▪▪ ▪▪▪▪ ▪▪▪▪▪ ▪▪▪ bbox=[293, 577, 369, 603]
notice-paragraph: ▪▪▪▪ ▪▪▪ ▪▪▪▪▪ ▪▪▪ ▪▪▪▪ ▪▪▪▪▪▪ ▪▪ ▪▪▪▪ ▪▪▪▪▪ ▪▪▪ ▪▪▪▪ ▪▪▪▪ ▪▪▪▪▪ ▪▪▪ ▪▪▪▪ ▪▪▪ ▪▪▪▪▪ ▪▪▪ ▪▪▪▪ ▪▪▪▪▪▪ ▪▪ ▪▪▪▪ ▪▪▪▪▪ ▪▪▪ ▪▪▪▪ ▪▪▪▪ ▪▪▪▪▪ ▪▪▪ ▪▪▪▪ ▪▪▪ ▪▪▪▪▪ ▪▪▪ ▪▪▪▪ ▪▪▪▪▪▪ ▪▪ ▪▪▪▪ ▪▪▪▪▪ ▪▪▪ ▪▪▪▪ ▪▪▪▪ ▪▪▪▪▪ ▪▪▪ ▪▪▪▪ ▪▪▪ ▪▪▪▪▪ ▪▪▪ ▪▪▪▪ ▪▪▪▪▪▪ ▪▪ ▪▪▪▪ ▪▪▪▪▪ ▪▪▪ ▪▪▪▪ ▪▪▪▪ ▪▪▪▪▪ ▪▪▪ bbox=[100, 868, 176, 894]
notice-paragraph: ▪▪▪▪ ▪▪▪ ▪▪▪▪▪ ▪▪▪ ▪▪▪▪ ▪▪▪▪▪▪ ▪▪ ▪▪▪▪ ▪▪▪▪▪ ▪▪▪ ▪▪▪▪ ▪▪▪▪ ▪▪▪▪▪ ▪▪▪ ▪▪▪▪ ▪▪▪ ▪▪▪▪▪ ▪▪▪ ▪▪▪▪ ▪▪▪▪▪▪ ▪▪ ▪▪▪▪ ▪▪▪▪▪ ▪▪▪ ▪▪▪▪ ▪▪▪▪ ▪▪▪▪▪ ▪▪▪ ▪▪▪▪ ▪▪▪ ▪▪▪▪▪ ▪▪▪ ▪▪▪▪ ▪▪▪▪▪▪ ▪▪ ▪▪▪▪ ▪▪▪▪▪ ▪▪▪ ▪▪▪▪ ▪▪▪▪ ▪▪▪▪▪ ▪▪▪ ▪▪▪▪ ▪▪▪ ▪▪▪▪▪ ▪▪▪ ▪▪▪▪ ▪▪▪▪▪▪ ▪▪ ▪▪▪▪ ▪▪▪▪▪ ▪▪▪ ▪▪▪▪ ▪▪▪▪ ▪▪▪▪▪ ▪▪▪ bbox=[100, 189, 176, 215]
notice-paragraph: ▪▪▪▪ ▪▪▪ ▪▪▪▪▪ ▪▪▪ ▪▪▪▪ ▪▪▪▪▪▪ ▪▪ ▪▪▪▪ ▪▪▪▪▪ ▪▪▪ ▪▪▪▪ ▪▪▪▪ ▪▪▪▪▪ ▪▪▪ ▪▪▪▪ ▪▪▪ ▪▪▪▪▪ ▪▪▪ ▪▪▪▪ ▪▪▪▪▪▪ ▪▪ ▪▪▪▪ ▪▪▪▪▪ ▪▪▪ ▪▪▪▪ ▪▪▪▪ ▪▪▪▪▪ ▪▪▪ ▪▪▪▪ ▪▪▪ ▪▪▪▪▪ ▪▪▪ ▪▪▪▪ ▪▪▪▪▪▪ ▪▪ ▪▪▪▪ ▪▪▪▪▪ ▪▪▪ ▪▪▪▪ ▪▪▪▪ ▪▪▪▪▪ ▪▪▪ ▪▪▪▪ ▪▪▪ ▪▪▪▪▪ ▪▪▪ ▪▪▪▪ ▪▪▪▪▪▪ ▪▪ ▪▪▪▪ ▪▪▪▪▪ ▪▪▪ ▪▪▪▪ ▪▪▪▪ ▪▪▪▪▪ ▪▪▪ bbox=[293, 286, 369, 312]
notice-paragraph: ▪▪▪▪ ▪▪▪ ▪▪▪▪▪ ▪▪▪ ▪▪▪▪ ▪▪▪▪▪▪ ▪▪ ▪▪▪▪ ▪▪▪▪▪ ▪▪▪ ▪▪▪▪ ▪▪▪▪ ▪▪▪▪▪ ▪▪▪ ▪▪▪▪ ▪▪▪ ▪▪▪▪▪ ▪▪▪ ▪▪▪▪ ▪▪▪▪▪▪ ▪▪ ▪▪▪▪ ▪▪▪▪▪ ▪▪▪ ▪▪▪▪ ▪▪▪▪ ▪▪▪▪▪ ▪▪▪ ▪▪▪▪ ▪▪▪ ▪▪▪▪▪ ▪▪▪ ▪▪▪▪ ▪▪▪▪▪▪ ▪▪ ▪▪▪▪ ▪▪▪▪▪ ▪▪▪ ▪▪▪▪ ▪▪▪▪ ▪▪▪▪▪ ▪▪▪ ▪▪▪▪ ▪▪▪ ▪▪▪▪▪ ▪▪▪ ▪▪▪▪ ▪▪▪▪▪▪ ▪▪ ▪▪▪▪ ▪▪▪▪▪ ▪▪▪ ▪▪▪▪ ▪▪▪▪ ▪▪▪▪▪ ▪▪▪ ▪▪▪▪ ▪▪▪ ▪▪▪▪▪ ▪▪▪ ▪▪▪▪ ▪▪▪▪▪▪ ▪▪ ▪▪▪▪ ▪▪▪▪▪ ▪▪▪ ▪▪▪▪ ▪▪▪▪ ▪▪▪▪▪ ▪▪▪ ▪▪▪▪ ▪▪▪ ▪▪▪▪▪ ▪▪▪ ▪▪▪▪ ▪▪▪▪▪▪ ▪▪ ▪▪▪▪ ▪▪▪▪▪ ▪▪▪ ▪▪▪▪ ▪▪▪▪ ▪▪▪▪▪ ▪▪▪ bbox=[206, 926, 282, 965]
notice-paragraph: ▪▪▪▪ ▪▪▪ ▪▪▪▪▪ ▪▪▪ ▪▪▪▪ ▪▪▪▪▪▪ ▪▪ ▪▪▪▪ ▪▪▪▪▪ ▪▪▪ ▪▪▪▪ ▪▪▪▪ ▪▪▪▪▪ ▪▪▪ ▪▪▪▪ ▪▪▪ ▪▪▪▪▪ ▪▪▪ ▪▪▪▪ ▪▪▪▪▪▪ ▪▪ ▪▪▪▪ ▪▪▪▪▪ ▪▪▪ ▪▪▪▪ ▪▪▪▪ ▪▪▪▪▪ ▪▪▪ ▪▪▪▪ ▪▪▪ ▪▪▪▪▪ ▪▪▪ ▪▪▪▪ ▪▪▪▪▪▪ ▪▪ ▪▪▪▪ ▪▪▪▪▪ ▪▪▪ ▪▪▪▪ ▪▪▪▪ ▪▪▪▪▪ ▪▪▪ ▪▪▪▪ ▪▪▪ ▪▪▪▪▪ ▪▪▪ ▪▪▪▪ ▪▪▪▪▪▪ ▪▪ ▪▪▪▪ ▪▪▪▪▪ ▪▪▪ ▪▪▪▪ ▪▪▪▪ ▪▪▪▪▪ ▪▪▪ bbox=[100, 286, 176, 312]
notice-paragraph: ▪▪▪▪ ▪▪▪ ▪▪▪▪▪ ▪▪▪ ▪▪▪▪ ▪▪▪▪▪▪ ▪▪ ▪▪▪▪ ▪▪▪▪▪ ▪▪▪ ▪▪▪▪ ▪▪▪▪ ▪▪▪▪▪ ▪▪▪ ▪▪▪▪ ▪▪▪ ▪▪▪▪▪ ▪▪▪ ▪▪▪▪ ▪▪▪▪▪▪ ▪▪ ▪▪▪▪ ▪▪▪▪▪ ▪▪▪ ▪▪▪▪ ▪▪▪▪ ▪▪▪▪▪ ▪▪▪ ▪▪▪▪ ▪▪▪ ▪▪▪▪▪ ▪▪▪ ▪▪▪▪ ▪▪▪▪▪▪ ▪▪ ▪▪▪▪ ▪▪▪▪▪ ▪▪▪ ▪▪▪▪ ▪▪▪▪ ▪▪▪▪▪ ▪▪▪ ▪▪▪▪ ▪▪▪ ▪▪▪▪▪ ▪▪▪ ▪▪▪▪ ▪▪▪▪▪▪ ▪▪ ▪▪▪▪ ▪▪▪▪▪ ▪▪▪ ▪▪▪▪ ▪▪▪▪ ▪▪▪▪▪ ▪▪▪ ▪▪▪▪ ▪▪▪ ▪▪▪▪▪ ▪▪▪ ▪▪▪▪ ▪▪▪▪▪▪ ▪▪ ▪▪▪▪ ▪▪▪▪▪ ▪▪▪ ▪▪▪▪ ▪▪▪▪ ▪▪▪▪▪ ▪▪▪ bbox=[293, 216, 369, 246]
notice-paragraph: ▪▪▪▪ ▪▪▪ ▪▪▪▪▪ ▪▪▪ ▪▪▪▪ ▪▪▪▪▪▪ ▪▪ ▪▪▪▪ ▪▪▪▪▪ ▪▪▪ ▪▪▪▪ ▪▪▪▪ ▪▪▪▪▪ ▪▪▪ ▪▪▪▪ ▪▪▪ ▪▪▪▪▪ ▪▪▪ ▪▪▪▪ ▪▪▪▪▪▪ ▪▪ ▪▪▪▪ ▪▪▪▪▪ ▪▪▪ ▪▪▪▪ ▪▪▪▪ ▪▪▪▪▪ ▪▪▪ ▪▪▪▪ ▪▪▪ ▪▪▪▪▪ ▪▪▪ ▪▪▪▪ ▪▪▪▪▪▪ ▪▪ ▪▪▪▪ ▪▪▪▪▪ ▪▪▪ ▪▪▪▪ ▪▪▪▪ ▪▪▪▪▪ ▪▪▪ ▪▪▪▪ ▪▪▪ ▪▪▪▪▪ ▪▪▪ ▪▪▪▪ ▪▪▪▪▪▪ ▪▪ ▪▪▪▪ ▪▪▪▪▪ ▪▪▪ ▪▪▪▪ ▪▪▪▪ ▪▪▪▪▪ ▪▪▪ ▪▪▪▪ ▪▪▪ ▪▪▪▪▪ ▪▪▪ ▪▪▪▪ ▪▪▪▪▪▪ ▪▪ ▪▪▪▪ ▪▪▪▪▪ ▪▪▪ ▪▪▪▪ ▪▪▪▪ ▪▪▪▪▪ ▪▪▪ bbox=[206, 604, 282, 634]
notice-paragraph: ▪▪▪▪ ▪▪▪ ▪▪▪▪▪ ▪▪▪ ▪▪▪▪ ▪▪▪▪▪▪ ▪▪ ▪▪▪▪ ▪▪▪▪▪ ▪▪▪ ▪▪▪▪ ▪▪▪▪ ▪▪▪▪▪ ▪▪▪ ▪▪▪▪ ▪▪▪ ▪▪▪▪▪ ▪▪▪ ▪▪▪▪ ▪▪▪▪▪▪ ▪▪ ▪▪▪▪ ▪▪▪▪▪ ▪▪▪ ▪▪▪▪ ▪▪▪▪ ▪▪▪▪▪ ▪▪▪ ▪▪▪▪ ▪▪▪ ▪▪▪▪▪ ▪▪▪ ▪▪▪▪ ▪▪▪▪▪▪ ▪▪ ▪▪▪▪ ▪▪▪▪▪ ▪▪▪ ▪▪▪▪ ▪▪▪▪ ▪▪▪▪▪ ▪▪▪ ▪▪▪▪ ▪▪▪ ▪▪▪▪▪ ▪▪▪ ▪▪▪▪ ▪▪▪▪▪▪ ▪▪ ▪▪▪▪ ▪▪▪▪▪ ▪▪▪ ▪▪▪▪ ▪▪▪▪ ▪▪▪▪▪ ▪▪▪ ▪▪▪▪ ▪▪▪ ▪▪▪▪▪ ▪▪▪ ▪▪▪▪ ▪▪▪▪▪▪ ▪▪ ▪▪▪▪ ▪▪▪▪▪ ▪▪▪ ▪▪▪▪ ▪▪▪▪ ▪▪▪▪▪ ▪▪▪ ▪▪▪▪ ▪▪▪ ▪▪▪▪▪ ▪▪▪ ▪▪▪▪ ▪▪▪▪▪▪ ▪▪ ▪▪▪▪ ▪▪▪▪▪ ▪▪▪ ▪▪▪▪ ▪▪▪▪ ▪▪▪▪▪ ▪▪▪ bbox=[100, 441, 176, 480]
notice-paragraph: ▪▪▪▪ ▪▪▪ ▪▪▪▪▪ ▪▪▪ ▪▪▪▪ ▪▪▪▪▪▪ ▪▪ ▪▪▪▪ ▪▪▪▪▪ ▪▪▪ ▪▪▪▪ ▪▪▪▪ ▪▪▪▪▪ ▪▪▪ ▪▪▪▪ ▪▪▪ ▪▪▪▪▪ ▪▪▪ ▪▪▪▪ ▪▪▪▪▪▪ ▪▪ ▪▪▪▪ ▪▪▪▪▪ ▪▪▪ ▪▪▪▪ ▪▪▪▪ ▪▪▪▪▪ ▪▪▪ ▪▪▪▪ ▪▪▪ ▪▪▪▪▪ ▪▪▪ ▪▪▪▪ ▪▪▪▪▪▪ ▪▪ ▪▪▪▪ ▪▪▪▪▪ ▪▪▪ ▪▪▪▪ ▪▪▪▪ ▪▪▪▪▪ ▪▪▪ ▪▪▪▪ ▪▪▪ ▪▪▪▪▪ ▪▪▪ ▪▪▪▪ ▪▪▪▪▪▪ ▪▪ ▪▪▪▪ ▪▪▪▪▪ ▪▪▪ ▪▪▪▪ ▪▪▪▪ ▪▪▪▪▪ ▪▪▪ bbox=[293, 383, 369, 409]
notice-paragraph: ▪▪▪▪ ▪▪▪ ▪▪▪▪▪ ▪▪▪ ▪▪▪▪ ▪▪▪▪▪▪ ▪▪ ▪▪▪▪ ▪▪▪▪▪ ▪▪▪ ▪▪▪▪ ▪▪▪▪ ▪▪▪▪▪ ▪▪▪ ▪▪▪▪ ▪▪▪ ▪▪▪▪▪ ▪▪▪ ▪▪▪▪ ▪▪▪▪▪▪ ▪▪ ▪▪▪▪ ▪▪▪▪▪ ▪▪▪ ▪▪▪▪ ▪▪▪▪ ▪▪▪▪▪ ▪▪▪ ▪▪▪▪ ▪▪▪ ▪▪▪▪▪ ▪▪▪ ▪▪▪▪ ▪▪▪▪▪▪ ▪▪ ▪▪▪▪ ▪▪▪▪▪ ▪▪▪ ▪▪▪▪ ▪▪▪▪ ▪▪▪▪▪ ▪▪▪ ▪▪▪▪ ▪▪▪ ▪▪▪▪▪ ▪▪▪ ▪▪▪▪ ▪▪▪▪▪▪ ▪▪ ▪▪▪▪ ▪▪▪▪▪ ▪▪▪ ▪▪▪▪ ▪▪▪▪ ▪▪▪▪▪ ▪▪▪ ▪▪▪▪ ▪▪▪ ▪▪▪▪▪ ▪▪▪ ▪▪▪▪ ▪▪▪▪▪▪ ▪▪ ▪▪▪▪ ▪▪▪▪▪ ▪▪▪ ▪▪▪▪ ▪▪▪▪ ▪▪▪▪▪ ▪▪▪ ▪▪▪▪ ▪▪▪ ▪▪▪▪▪ ▪▪▪ ▪▪▪▪ ▪▪▪▪▪▪ ▪▪ ▪▪▪▪ ▪▪▪▪▪ ▪▪▪ ▪▪▪▪ ▪▪▪▪ ▪▪▪▪▪ ▪▪▪ bbox=[100, 732, 176, 771]
notice-paragraph: ▪▪▪▪ ▪▪▪ ▪▪▪▪▪ ▪▪▪ ▪▪▪▪ ▪▪▪▪▪▪ ▪▪ ▪▪▪▪ ▪▪▪▪▪ ▪▪▪ ▪▪▪▪ ▪▪▪▪ ▪▪▪▪▪ ▪▪▪ ▪▪▪▪ ▪▪▪ ▪▪▪▪▪ ▪▪▪ ▪▪▪▪ ▪▪▪▪▪▪ ▪▪ ▪▪▪▪ ▪▪▪▪▪ ▪▪▪ ▪▪▪▪ ▪▪▪▪ ▪▪▪▪▪ ▪▪▪ ▪▪▪▪ ▪▪▪ ▪▪▪▪▪ ▪▪▪ ▪▪▪▪ ▪▪▪▪▪▪ ▪▪ ▪▪▪▪ ▪▪▪▪▪ ▪▪▪ ▪▪▪▪ ▪▪▪▪ ▪▪▪▪▪ ▪▪▪ ▪▪▪▪ ▪▪▪ ▪▪▪▪▪ ▪▪▪ ▪▪▪▪ ▪▪▪▪▪▪ ▪▪ ▪▪▪▪ ▪▪▪▪▪ ▪▪▪ ▪▪▪▪ ▪▪▪▪ ▪▪▪▪▪ ▪▪▪ ▪▪▪▪ ▪▪▪ ▪▪▪▪▪ ▪▪▪ ▪▪▪▪ ▪▪▪▪▪▪ ▪▪ ▪▪▪▪ ▪▪▪▪▪ ▪▪▪ ▪▪▪▪ ▪▪▪▪ ▪▪▪▪▪ ▪▪▪ ▪▪▪▪ ▪▪▪ ▪▪▪▪▪ ▪▪▪ ▪▪▪▪ ▪▪▪▪▪▪ ▪▪ ▪▪▪▪ ▪▪▪▪▪ ▪▪▪ ▪▪▪▪ ▪▪▪▪ ▪▪▪▪▪ ▪▪▪ bbox=[293, 829, 369, 868]
notice-paragraph: ▪▪▪▪ ▪▪▪ ▪▪▪▪▪ ▪▪▪ ▪▪▪▪ ▪▪▪▪▪▪ ▪▪ ▪▪▪▪ ▪▪▪▪▪ ▪▪▪ ▪▪▪▪ ▪▪▪▪ ▪▪▪▪▪ ▪▪▪ ▪▪▪▪ ▪▪▪ ▪▪▪▪▪ ▪▪▪ ▪▪▪▪ ▪▪▪▪▪▪ ▪▪ ▪▪▪▪ ▪▪▪▪▪ ▪▪▪ ▪▪▪▪ ▪▪▪▪ ▪▪▪▪▪ ▪▪▪ ▪▪▪▪ ▪▪▪ ▪▪▪▪▪ ▪▪▪ ▪▪▪▪ ▪▪▪▪▪▪ ▪▪ ▪▪▪▪ ▪▪▪▪▪ ▪▪▪ ▪▪▪▪ ▪▪▪▪ ▪▪▪▪▪ ▪▪▪ ▪▪▪▪ ▪▪▪ ▪▪▪▪▪ ▪▪▪ ▪▪▪▪ ▪▪▪▪▪▪ ▪▪ ▪▪▪▪ ▪▪▪▪▪ ▪▪▪ ▪▪▪▪ ▪▪▪▪ ▪▪▪▪▪ ▪▪▪ ▪▪▪▪ ▪▪▪ ▪▪▪▪▪ ▪▪▪ ▪▪▪▪ ▪▪▪▪▪▪ ▪▪ ▪▪▪▪ ▪▪▪▪▪ ▪▪▪ ▪▪▪▪ ▪▪▪▪ ▪▪▪▪▪ ▪▪▪ bbox=[100, 604, 176, 634]
notice-paragraph: ▪▪▪▪ ▪▪▪ ▪▪▪▪▪ ▪▪▪ ▪▪▪▪ ▪▪▪▪▪▪ ▪▪ ▪▪▪▪ ▪▪▪▪▪ ▪▪▪ ▪▪▪▪ ▪▪▪▪ ▪▪▪▪▪ ▪▪▪ ▪▪▪▪ ▪▪▪ ▪▪▪▪▪ ▪▪▪ ▪▪▪▪ ▪▪▪▪▪▪ ▪▪ ▪▪▪▪ ▪▪▪▪▪ ▪▪▪ ▪▪▪▪ ▪▪▪▪ ▪▪▪▪▪ ▪▪▪ ▪▪▪▪ ▪▪▪ ▪▪▪▪▪ ▪▪▪ ▪▪▪▪ ▪▪▪▪▪▪ ▪▪ ▪▪▪▪ ▪▪▪▪▪ ▪▪▪ ▪▪▪▪ ▪▪▪▪ ▪▪▪▪▪ ▪▪▪ ▪▪▪▪ ▪▪▪ ▪▪▪▪▪ ▪▪▪ ▪▪▪▪ ▪▪▪▪▪▪ ▪▪ ▪▪▪▪ ▪▪▪▪▪ ▪▪▪ ▪▪▪▪ ▪▪▪▪ ▪▪▪▪▪ ▪▪▪ ▪▪▪▪ ▪▪▪ ▪▪▪▪▪ ▪▪▪ ▪▪▪▪ ▪▪▪▪▪▪ ▪▪ ▪▪▪▪ ▪▪▪▪▪ ▪▪▪ ▪▪▪▪ ▪▪▪▪ ▪▪▪▪▪ ▪▪▪ bbox=[293, 798, 369, 828]
notice-paragraph: ▪▪▪▪ ▪▪▪ ▪▪▪▪▪ ▪▪▪ ▪▪▪▪ ▪▪▪▪▪▪ ▪▪ ▪▪▪▪ ▪▪▪▪▪ ▪▪▪ ▪▪▪▪ ▪▪▪▪ ▪▪▪▪▪ ▪▪▪ ▪▪▪▪ ▪▪▪ ▪▪▪▪▪ ▪▪▪ ▪▪▪▪ ▪▪▪▪▪▪ ▪▪ ▪▪▪▪ ▪▪▪▪▪ ▪▪▪ ▪▪▪▪ ▪▪▪▪ ▪▪▪▪▪ ▪▪▪ ▪▪▪▪ ▪▪▪ ▪▪▪▪▪ ▪▪▪ ▪▪▪▪ ▪▪▪▪▪▪ ▪▪ ▪▪▪▪ ▪▪▪▪▪ ▪▪▪ ▪▪▪▪ ▪▪▪▪ ▪▪▪▪▪ ▪▪▪ ▪▪▪▪ ▪▪▪ ▪▪▪▪▪ ▪▪▪ ▪▪▪▪ ▪▪▪▪▪▪ ▪▪ ▪▪▪▪ ▪▪▪▪▪ ▪▪▪ ▪▪▪▪ ▪▪▪▪ ▪▪▪▪▪ ▪▪▪ ▪▪▪▪ ▪▪▪ ▪▪▪▪▪ ▪▪▪ ▪▪▪▪ ▪▪▪▪▪▪ ▪▪ ▪▪▪▪ ▪▪▪▪▪ ▪▪▪ ▪▪▪▪ ▪▪▪▪ ▪▪▪▪▪ ▪▪▪ ▪▪▪▪ ▪▪▪ ▪▪▪▪▪ ▪▪▪ ▪▪▪▪ ▪▪▪▪▪▪ ▪▪ ▪▪▪▪ ▪▪▪▪▪ ▪▪▪ ▪▪▪▪ ▪▪▪▪ ▪▪▪▪▪ ▪▪▪ bbox=[100, 1023, 176, 1061]
notice-paragraph: ▪▪▪▪ ▪▪▪ ▪▪▪▪▪ ▪▪▪ ▪▪▪▪ ▪▪▪▪▪▪ ▪▪ ▪▪▪▪ ▪▪▪▪▪ ▪▪▪ ▪▪▪▪ ▪▪▪▪ ▪▪▪▪▪ ▪▪▪ ▪▪▪▪ ▪▪▪ ▪▪▪▪▪ ▪▪▪ ▪▪▪▪ ▪▪▪▪▪▪ ▪▪ ▪▪▪▪ ▪▪▪▪▪ ▪▪▪ ▪▪▪▪ ▪▪▪▪ ▪▪▪▪▪ ▪▪▪ ▪▪▪▪ ▪▪▪ ▪▪▪▪▪ ▪▪▪ ▪▪▪▪ ▪▪▪▪▪▪ ▪▪ ▪▪▪▪ ▪▪▪▪▪ ▪▪▪ ▪▪▪▪ ▪▪▪▪ ▪▪▪▪▪ ▪▪▪ ▪▪▪▪ ▪▪▪ ▪▪▪▪▪ ▪▪▪ ▪▪▪▪ ▪▪▪▪▪▪ ▪▪ ▪▪▪▪ ▪▪▪▪▪ ▪▪▪ ▪▪▪▪ ▪▪▪▪ ▪▪▪▪▪ ▪▪▪ bbox=[13, 1062, 89, 1088]
notice-paragraph: ▪▪▪▪ ▪▪▪ ▪▪▪▪▪ ▪▪▪ ▪▪▪▪ ▪▪▪▪▪▪ ▪▪ ▪▪▪▪ ▪▪▪▪▪ ▪▪▪ ▪▪▪▪ ▪▪▪▪ ▪▪▪▪▪ ▪▪▪ ▪▪▪▪ ▪▪▪ ▪▪▪▪▪ ▪▪▪ ▪▪▪▪ ▪▪▪▪▪▪ ▪▪ ▪▪▪▪ ▪▪▪▪▪ ▪▪▪ ▪▪▪▪ ▪▪▪▪ ▪▪▪▪▪ ▪▪▪ ▪▪▪▪ ▪▪▪ ▪▪▪▪▪ ▪▪▪ ▪▪▪▪ ▪▪▪▪▪▪ ▪▪ ▪▪▪▪ ▪▪▪▪▪ ▪▪▪ ▪▪▪▪ ▪▪▪▪ ▪▪▪▪▪ ▪▪▪ ▪▪▪▪ ▪▪▪ ▪▪▪▪▪ ▪▪▪ ▪▪▪▪ ▪▪▪▪▪▪ ▪▪ ▪▪▪▪ ▪▪▪▪▪ ▪▪▪ ▪▪▪▪ ▪▪▪▪ ▪▪▪▪▪ ▪▪▪ bbox=[13, 93, 89, 119]
notice-paragraph: ▪▪▪▪ ▪▪▪ ▪▪▪▪▪ ▪▪▪ ▪▪▪▪ ▪▪▪▪▪▪ ▪▪ ▪▪▪▪ ▪▪▪▪▪ ▪▪▪ ▪▪▪▪ ▪▪▪▪ ▪▪▪▪▪ ▪▪▪ ▪▪▪▪ ▪▪▪ ▪▪▪▪▪ ▪▪▪ ▪▪▪▪ ▪▪▪▪▪▪ ▪▪ ▪▪▪▪ ▪▪▪▪▪ ▪▪▪ ▪▪▪▪ ▪▪▪▪ ▪▪▪▪▪ ▪▪▪ ▪▪▪▪ ▪▪▪ ▪▪▪▪▪ ▪▪▪ ▪▪▪▪ ▪▪▪▪▪▪ ▪▪ ▪▪▪▪ ▪▪▪▪▪ ▪▪▪ ▪▪▪▪ ▪▪▪▪ ▪▪▪▪▪ ▪▪▪ ▪▪▪▪ ▪▪▪ ▪▪▪▪▪ ▪▪▪ ▪▪▪▪ ▪▪▪▪▪▪ ▪▪ ▪▪▪▪ ▪▪▪▪▪ ▪▪▪ ▪▪▪▪ ▪▪▪▪ ▪▪▪▪▪ ▪▪▪ ▪▪▪▪ ▪▪▪ ▪▪▪▪▪ ▪▪▪ ▪▪▪▪ ▪▪▪▪▪▪ ▪▪ ▪▪▪▪ ▪▪▪▪▪ ▪▪▪ ▪▪▪▪ ▪▪▪▪ ▪▪▪▪▪ ▪▪▪ bbox=[293, 119, 369, 149]
notice-paragraph: ▪▪▪▪ ▪▪▪ ▪▪▪▪▪ ▪▪▪ ▪▪▪▪ ▪▪▪▪▪▪ ▪▪ ▪▪▪▪ ▪▪▪▪▪ ▪▪▪ ▪▪▪▪ ▪▪▪▪ ▪▪▪▪▪ ▪▪▪ ▪▪▪▪ ▪▪▪ ▪▪▪▪▪ ▪▪▪ ▪▪▪▪ ▪▪▪▪▪▪ ▪▪ ▪▪▪▪ ▪▪▪▪▪ ▪▪▪ ▪▪▪▪ ▪▪▪▪ ▪▪▪▪▪ ▪▪▪ ▪▪▪▪ ▪▪▪ ▪▪▪▪▪ ▪▪▪ ▪▪▪▪ ▪▪▪▪▪▪ ▪▪ ▪▪▪▪ ▪▪▪▪▪ ▪▪▪ ▪▪▪▪ ▪▪▪▪ ▪▪▪▪▪ ▪▪▪ ▪▪▪▪ ▪▪▪ ▪▪▪▪▪ ▪▪▪ ▪▪▪▪ ▪▪▪▪▪▪ ▪▪ ▪▪▪▪ ▪▪▪▪▪ ▪▪▪ ▪▪▪▪ ▪▪▪▪ ▪▪▪▪▪ ▪▪▪ ▪▪▪▪ ▪▪▪ ▪▪▪▪▪ ▪▪▪ ▪▪▪▪ ▪▪▪▪▪▪ ▪▪ ▪▪▪▪ ▪▪▪▪▪ ▪▪▪ ▪▪▪▪ ▪▪▪▪ ▪▪▪▪▪ ▪▪▪ ▪▪▪▪ ▪▪▪ ▪▪▪▪▪ ▪▪▪ ▪▪▪▪ ▪▪▪▪▪▪ ▪▪ ▪▪▪▪ ▪▪▪▪▪ ▪▪▪ ▪▪▪▪ ▪▪▪▪ ▪▪▪▪▪ ▪▪▪ bbox=[100, 635, 176, 674]
notice-paragraph: ▪▪▪▪ ▪▪▪ ▪▪▪▪▪ ▪▪▪ ▪▪▪▪ ▪▪▪▪▪▪ ▪▪ ▪▪▪▪ ▪▪▪▪▪ ▪▪▪ ▪▪▪▪ ▪▪▪▪ ▪▪▪▪▪ ▪▪▪ ▪▪▪▪ ▪▪▪ ▪▪▪▪▪ ▪▪▪ ▪▪▪▪ ▪▪▪▪▪▪ ▪▪ ▪▪▪▪ ▪▪▪▪▪ ▪▪▪ ▪▪▪▪ ▪▪▪▪ ▪▪▪▪▪ ▪▪▪ ▪▪▪▪ ▪▪▪ ▪▪▪▪▪ ▪▪▪ ▪▪▪▪ ▪▪▪▪▪▪ ▪▪ ▪▪▪▪ ▪▪▪▪▪ ▪▪▪ ▪▪▪▪ ▪▪▪▪ ▪▪▪▪▪ ▪▪▪ ▪▪▪▪ ▪▪▪ ▪▪▪▪▪ ▪▪▪ ▪▪▪▪ ▪▪▪▪▪▪ ▪▪ ▪▪▪▪ ▪▪▪▪▪ ▪▪▪ ▪▪▪▪ ▪▪▪▪ ▪▪▪▪▪ ▪▪▪ ▪▪▪▪ ▪▪▪ ▪▪▪▪▪ ▪▪▪ ▪▪▪▪ ▪▪▪▪▪▪ ▪▪ ▪▪▪▪ ▪▪▪▪▪ ▪▪▪ ▪▪▪▪ ▪▪▪▪ ▪▪▪▪▪ ▪▪▪ bbox=[206, 507, 282, 537]
notice-paragraph: ▪▪▪▪ ▪▪▪ ▪▪▪▪▪ ▪▪▪ ▪▪▪▪ ▪▪▪▪▪▪ ▪▪ ▪▪▪▪ ▪▪▪▪▪ ▪▪▪ ▪▪▪▪ ▪▪▪▪ ▪▪▪▪▪ ▪▪▪ ▪▪▪▪ ▪▪▪ ▪▪▪▪▪ ▪▪▪ ▪▪▪▪ ▪▪▪▪▪▪ ▪▪ ▪▪▪▪ ▪▪▪▪▪ ▪▪▪ ▪▪▪▪ ▪▪▪▪ ▪▪▪▪▪ ▪▪▪ ▪▪▪▪ ▪▪▪ ▪▪▪▪▪ ▪▪▪ ▪▪▪▪ ▪▪▪▪▪▪ ▪▪ ▪▪▪▪ ▪▪▪▪▪ ▪▪▪ ▪▪▪▪ ▪▪▪▪ ▪▪▪▪▪ ▪▪▪ ▪▪▪▪ ▪▪▪ ▪▪▪▪▪ ▪▪▪ ▪▪▪▪ ▪▪▪▪▪▪ ▪▪ ▪▪▪▪ ▪▪▪▪▪ ▪▪▪ ▪▪▪▪ ▪▪▪▪ ▪▪▪▪▪ ▪▪▪ ▪▪▪▪ ▪▪▪ ▪▪▪▪▪ ▪▪▪ ▪▪▪▪ ▪▪▪▪▪▪ ▪▪ ▪▪▪▪ ▪▪▪▪▪ ▪▪▪ ▪▪▪▪ ▪▪▪▪ ▪▪▪▪▪ ▪▪▪ ▪▪▪▪ ▪▪▪ ▪▪▪▪▪ ▪▪▪ ▪▪▪▪ ▪▪▪▪▪▪ ▪▪ ▪▪▪▪ ▪▪▪▪▪ ▪▪▪ ▪▪▪▪ ▪▪▪▪ ▪▪▪▪▪ ▪▪▪ bbox=[13, 829, 89, 868]
notice-paragraph: ▪▪▪▪ ▪▪▪ ▪▪▪▪▪ ▪▪▪ ▪▪▪▪ ▪▪▪▪▪▪ ▪▪ ▪▪▪▪ ▪▪▪▪▪ ▪▪▪ ▪▪▪▪ ▪▪▪▪ ▪▪▪▪▪ ▪▪▪ ▪▪▪▪ ▪▪▪ ▪▪▪▪▪ ▪▪▪ ▪▪▪▪ ▪▪▪▪▪▪ ▪▪ ▪▪▪▪ ▪▪▪▪▪ ▪▪▪ ▪▪▪▪ ▪▪▪▪ ▪▪▪▪▪ ▪▪▪ ▪▪▪▪ ▪▪▪ ▪▪▪▪▪ ▪▪▪ ▪▪▪▪ ▪▪▪▪▪▪ ▪▪ ▪▪▪▪ ▪▪▪▪▪ ▪▪▪ ▪▪▪▪ ▪▪▪▪ ▪▪▪▪▪ ▪▪▪ ▪▪▪▪ ▪▪▪ ▪▪▪▪▪ ▪▪▪ ▪▪▪▪ ▪▪▪▪▪▪ ▪▪ ▪▪▪▪ ▪▪▪▪▪ ▪▪▪ ▪▪▪▪ ▪▪▪▪ ▪▪▪▪▪ ▪▪▪ ▪▪▪▪ ▪▪▪ ▪▪▪▪▪ ▪▪▪ ▪▪▪▪ ▪▪▪▪▪▪ ▪▪ ▪▪▪▪ ▪▪▪▪▪ ▪▪▪ ▪▪▪▪ ▪▪▪▪ ▪▪▪▪▪ ▪▪▪ bbox=[100, 895, 176, 925]
notice-paragraph: ▪▪▪▪ ▪▪▪ ▪▪▪▪▪ ▪▪▪ ▪▪▪▪ ▪▪▪▪▪▪ ▪▪ ▪▪▪▪ ▪▪▪▪▪ ▪▪▪ ▪▪▪▪ ▪▪▪▪ ▪▪▪▪▪ ▪▪▪ ▪▪▪▪ ▪▪▪ ▪▪▪▪▪ ▪▪▪ ▪▪▪▪ ▪▪▪▪▪▪ ▪▪ ▪▪▪▪ ▪▪▪▪▪ ▪▪▪ ▪▪▪▪ ▪▪▪▪ ▪▪▪▪▪ ▪▪▪ ▪▪▪▪ ▪▪▪ ▪▪▪▪▪ ▪▪▪ ▪▪▪▪ ▪▪▪▪▪▪ ▪▪ ▪▪▪▪ ▪▪▪▪▪ ▪▪▪ ▪▪▪▪ ▪▪▪▪ ▪▪▪▪▪ ▪▪▪ ▪▪▪▪ ▪▪▪ ▪▪▪▪▪ ▪▪▪ ▪▪▪▪ ▪▪▪▪▪▪ ▪▪ ▪▪▪▪ ▪▪▪▪▪ ▪▪▪ ▪▪▪▪ ▪▪▪▪ ▪▪▪▪▪ ▪▪▪ ▪▪▪▪ ▪▪▪ ▪▪▪▪▪ ▪▪▪ ▪▪▪▪ ▪▪▪▪▪▪ ▪▪ ▪▪▪▪ ▪▪▪▪▪ ▪▪▪ ▪▪▪▪ ▪▪▪▪ ▪▪▪▪▪ ▪▪▪ ▪▪▪▪ ▪▪▪ ▪▪▪▪▪ ▪▪▪ ▪▪▪▪ ▪▪▪▪▪▪ ▪▪ ▪▪▪▪ ▪▪▪▪▪ ▪▪▪ ▪▪▪▪ ▪▪▪▪ ▪▪▪▪▪ ▪▪▪ bbox=[13, 926, 89, 965]
notice-paragraph: ▪▪▪▪ ▪▪▪ ▪▪▪▪▪ ▪▪▪ ▪▪▪▪ ▪▪▪▪▪▪ ▪▪ ▪▪▪▪ ▪▪▪▪▪ ▪▪▪ ▪▪▪▪ ▪▪▪▪ ▪▪▪▪▪ ▪▪▪ ▪▪▪▪ ▪▪▪ ▪▪▪▪▪ ▪▪▪ ▪▪▪▪ ▪▪▪▪▪▪ ▪▪ ▪▪▪▪ ▪▪▪▪▪ ▪▪▪ ▪▪▪▪ ▪▪▪▪ ▪▪▪▪▪ ▪▪▪ ▪▪▪▪ ▪▪▪ ▪▪▪▪▪ ▪▪▪ ▪▪▪▪ ▪▪▪▪▪▪ ▪▪ ▪▪▪▪ ▪▪▪▪▪ ▪▪▪ ▪▪▪▪ ▪▪▪▪ ▪▪▪▪▪ ▪▪▪ ▪▪▪▪ ▪▪▪ ▪▪▪▪▪ ▪▪▪ ▪▪▪▪ ▪▪▪▪▪▪ ▪▪ ▪▪▪▪ ▪▪▪▪▪ ▪▪▪ ▪▪▪▪ ▪▪▪▪ ▪▪▪▪▪ ▪▪▪ ▪▪▪▪ ▪▪▪ ▪▪▪▪▪ ▪▪▪ ▪▪▪▪ ▪▪▪▪▪▪ ▪▪ ▪▪▪▪ ▪▪▪▪▪ ▪▪▪ ▪▪▪▪ ▪▪▪▪ ▪▪▪▪▪ ▪▪▪ ▪▪▪▪ ▪▪▪ ▪▪▪▪▪ ▪▪▪ ▪▪▪▪ ▪▪▪▪▪▪ ▪▪ ▪▪▪▪ ▪▪▪▪▪ ▪▪▪ ▪▪▪▪ ▪▪▪▪ ▪▪▪▪▪ ▪▪▪ bbox=[100, 150, 176, 189]
notice-paragraph: ▪▪▪▪ ▪▪▪ ▪▪▪▪▪ ▪▪▪ ▪▪▪▪ ▪▪▪▪▪▪ ▪▪ ▪▪▪▪ ▪▪▪▪▪ ▪▪▪ ▪▪▪▪ ▪▪▪▪ ▪▪▪▪▪ ▪▪▪ ▪▪▪▪ ▪▪▪ ▪▪▪▪▪ ▪▪▪ ▪▪▪▪ ▪▪▪▪▪▪ ▪▪ ▪▪▪▪ ▪▪▪▪▪ ▪▪▪ ▪▪▪▪ ▪▪▪▪ ▪▪▪▪▪ ▪▪▪ ▪▪▪▪ ▪▪▪ ▪▪▪▪▪ ▪▪▪ ▪▪▪▪ ▪▪▪▪▪▪ ▪▪ ▪▪▪▪ ▪▪▪▪▪ ▪▪▪ ▪▪▪▪ ▪▪▪▪ ▪▪▪▪▪ ▪▪▪ ▪▪▪▪ ▪▪▪ ▪▪▪▪▪ ▪▪▪ ▪▪▪▪ ▪▪▪▪▪▪ ▪▪ ▪▪▪▪ ▪▪▪▪▪ ▪▪▪ ▪▪▪▪ ▪▪▪▪ ▪▪▪▪▪ ▪▪▪ bbox=[100, 480, 176, 506]
notice-paragraph: ▪▪▪▪ ▪▪▪ ▪▪▪▪▪ ▪▪▪ ▪▪▪▪ ▪▪▪▪▪▪ ▪▪ ▪▪▪▪ ▪▪▪▪▪ ▪▪▪ ▪▪▪▪ ▪▪▪▪ ▪▪▪▪▪ ▪▪▪ ▪▪▪▪ ▪▪▪ ▪▪▪▪▪ ▪▪▪ ▪▪▪▪ ▪▪▪▪▪▪ ▪▪ ▪▪▪▪ ▪▪▪▪▪ ▪▪▪ ▪▪▪▪ ▪▪▪▪ ▪▪▪▪▪ ▪▪▪ ▪▪▪▪ ▪▪▪ ▪▪▪▪▪ ▪▪▪ ▪▪▪▪ ▪▪▪▪▪▪ ▪▪ ▪▪▪▪ ▪▪▪▪▪ ▪▪▪ ▪▪▪▪ ▪▪▪▪ ▪▪▪▪▪ ▪▪▪ ▪▪▪▪ ▪▪▪ ▪▪▪▪▪ ▪▪▪ ▪▪▪▪ ▪▪▪▪▪▪ ▪▪ ▪▪▪▪ ▪▪▪▪▪ ▪▪▪ ▪▪▪▪ ▪▪▪▪ ▪▪▪▪▪ ▪▪▪ ▪▪▪▪ ▪▪▪ ▪▪▪▪▪ ▪▪▪ ▪▪▪▪ ▪▪▪▪▪▪ ▪▪ ▪▪▪▪ ▪▪▪▪▪ ▪▪▪ ▪▪▪▪ ▪▪▪▪ ▪▪▪▪▪ ▪▪▪ ▪▪▪▪ ▪▪▪ ▪▪▪▪▪ ▪▪▪ ▪▪▪▪ ▪▪▪▪▪▪ ▪▪ ▪▪▪▪ ▪▪▪▪▪ ▪▪▪ ▪▪▪▪ ▪▪▪▪ ▪▪▪▪▪ ▪▪▪ bbox=[100, 538, 176, 577]
notice-column-2 bbox=[97, 78, 179, 1140]
notice-paragraph: ▪▪▪▪ ▪▪▪ ▪▪▪▪▪ ▪▪▪ ▪▪▪▪ ▪▪▪▪▪▪ ▪▪ ▪▪▪▪ ▪▪▪▪▪ ▪▪▪ ▪▪▪▪ ▪▪▪▪ ▪▪▪▪▪ ▪▪▪ ▪▪▪▪ ▪▪▪ ▪▪▪▪▪ ▪▪▪ ▪▪▪▪ ▪▪▪▪▪▪ ▪▪ ▪▪▪▪ ▪▪▪▪▪ ▪▪▪ ▪▪▪▪ ▪▪▪▪ ▪▪▪▪▪ ▪▪▪ ▪▪▪▪ ▪▪▪ ▪▪▪▪▪ ▪▪▪ ▪▪▪▪ ▪▪▪▪▪▪ ▪▪ ▪▪▪▪ ▪▪▪▪▪ ▪▪▪ ▪▪▪▪ ▪▪▪▪ ▪▪▪▪▪ ▪▪▪ ▪▪▪▪ ▪▪▪ ▪▪▪▪▪ ▪▪▪ ▪▪▪▪ ▪▪▪▪▪▪ ▪▪ ▪▪▪▪ ▪▪▪▪▪ ▪▪▪ ▪▪▪▪ ▪▪▪▪ ▪▪▪▪▪ ▪▪▪ ▪▪▪▪ ▪▪▪ ▪▪▪▪▪ ▪▪▪ ▪▪▪▪ ▪▪▪▪▪▪ ▪▪ ▪▪▪▪ ▪▪▪▪▪ ▪▪▪ ▪▪▪▪ ▪▪▪▪ ▪▪▪▪▪ ▪▪▪ ▪▪▪▪ ▪▪▪ ▪▪▪▪▪ ▪▪▪ ▪▪▪▪ ▪▪▪▪▪▪ ▪▪ ▪▪▪▪ ▪▪▪▪▪ ▪▪▪ ▪▪▪▪ ▪▪▪▪ ▪▪▪▪▪ ▪▪▪ bbox=[293, 926, 369, 965]
notice-paragraph: ▪▪▪▪ ▪▪▪ ▪▪▪▪▪ ▪▪▪ ▪▪▪▪ ▪▪▪▪▪▪ ▪▪ ▪▪▪▪ ▪▪▪▪▪ ▪▪▪ ▪▪▪▪ ▪▪▪▪ ▪▪▪▪▪ ▪▪▪ ▪▪▪▪ ▪▪▪ ▪▪▪▪▪ ▪▪▪ ▪▪▪▪ ▪▪▪▪▪▪ ▪▪ ▪▪▪▪ ▪▪▪▪▪ ▪▪▪ ▪▪▪▪ ▪▪▪▪ ▪▪▪▪▪ ▪▪▪ ▪▪▪▪ ▪▪▪ ▪▪▪▪▪ ▪▪▪ ▪▪▪▪ ▪▪▪▪▪▪ ▪▪ ▪▪▪▪ ▪▪▪▪▪ ▪▪▪ ▪▪▪▪ ▪▪▪▪ ▪▪▪▪▪ ▪▪▪ ▪▪▪▪ ▪▪▪ ▪▪▪▪▪ ▪▪▪ ▪▪▪▪ ▪▪▪▪▪▪ ▪▪ ▪▪▪▪ ▪▪▪▪▪ ▪▪▪ ▪▪▪▪ ▪▪▪▪ ▪▪▪▪▪ ▪▪▪ bbox=[293, 674, 369, 700]
notice-paragraph: ▪▪▪▪ ▪▪▪ ▪▪▪▪▪ ▪▪▪ ▪▪▪▪ ▪▪▪▪▪▪ ▪▪ ▪▪▪▪ ▪▪▪▪▪ ▪▪▪ ▪▪▪▪ ▪▪▪▪ ▪▪▪▪▪ ▪▪▪ ▪▪▪▪ ▪▪▪ ▪▪▪▪▪ ▪▪▪ ▪▪▪▪ ▪▪▪▪▪▪ ▪▪ ▪▪▪▪ ▪▪▪▪▪ ▪▪▪ ▪▪▪▪ ▪▪▪▪ ▪▪▪▪▪ ▪▪▪ ▪▪▪▪ ▪▪▪ ▪▪▪▪▪ ▪▪▪ ▪▪▪▪ ▪▪▪▪▪▪ ▪▪ ▪▪▪▪ ▪▪▪▪▪ ▪▪▪ ▪▪▪▪ ▪▪▪▪ ▪▪▪▪▪ ▪▪▪ ▪▪▪▪ ▪▪▪ ▪▪▪▪▪ ▪▪▪ ▪▪▪▪ ▪▪▪▪▪▪ ▪▪ ▪▪▪▪ ▪▪▪▪▪ ▪▪▪ ▪▪▪▪ ▪▪▪▪ ▪▪▪▪▪ ▪▪▪ ▪▪▪▪ ▪▪▪ ▪▪▪▪▪ ▪▪▪ ▪▪▪▪ ▪▪▪▪▪▪ ▪▪ ▪▪▪▪ ▪▪▪▪▪ ▪▪▪ ▪▪▪▪ ▪▪▪▪ ▪▪▪▪▪ ▪▪▪ ▪▪▪▪ ▪▪▪ ▪▪▪▪▪ ▪▪▪ ▪▪▪▪ ▪▪▪▪▪▪ ▪▪ ▪▪▪▪ ▪▪▪▪▪ ▪▪▪ ▪▪▪▪ ▪▪▪▪ ▪▪▪▪▪ ▪▪▪ bbox=[13, 538, 89, 577]
column-header: 公告专栏 bbox=[11, 79, 91, 92]
notice-paragraph: ▪▪▪▪ ▪▪▪ ▪▪▪▪▪ ▪▪▪ ▪▪▪▪ ▪▪▪▪▪▪ ▪▪ ▪▪▪▪ ▪▪▪▪▪ ▪▪▪ ▪▪▪▪ ▪▪▪▪ ▪▪▪▪▪ ▪▪▪ ▪▪▪▪ ▪▪▪ ▪▪▪▪▪ ▪▪▪ ▪▪▪▪ ▪▪▪▪▪▪ ▪▪ ▪▪▪▪ ▪▪▪▪▪ ▪▪▪ ▪▪▪▪ ▪▪▪▪ ▪▪▪▪▪ ▪▪▪ ▪▪▪▪ ▪▪▪ ▪▪▪▪▪ ▪▪▪ ▪▪▪▪ ▪▪▪▪▪▪ ▪▪ ▪▪▪▪ ▪▪▪▪▪ ▪▪▪ ▪▪▪▪ ▪▪▪▪ ▪▪▪▪▪ ▪▪▪ ▪▪▪▪ ▪▪▪ ▪▪▪▪▪ ▪▪▪ ▪▪▪▪ ▪▪▪▪▪▪ ▪▪ ▪▪▪▪ ▪▪▪▪▪ ▪▪▪ ▪▪▪▪ ▪▪▪▪ ▪▪▪▪▪ ▪▪▪ ▪▪▪▪ ▪▪▪ ▪▪▪▪▪ ▪▪▪ ▪▪▪▪ ▪▪▪▪▪▪ ▪▪ ▪▪▪▪ ▪▪▪▪▪ ▪▪▪ ▪▪▪▪ ▪▪▪▪ ▪▪▪▪▪ ▪▪▪ bbox=[13, 895, 89, 925]
notice-paragraph: ▪▪▪▪ ▪▪▪ ▪▪▪▪▪ ▪▪▪ ▪▪▪▪ ▪▪▪▪▪▪ ▪▪ ▪▪▪▪ ▪▪▪▪▪ ▪▪▪ ▪▪▪▪ ▪▪▪▪ ▪▪▪▪▪ ▪▪▪ ▪▪▪▪ ▪▪▪ ▪▪▪▪▪ ▪▪▪ ▪▪▪▪ ▪▪▪▪▪▪ ▪▪ ▪▪▪▪ ▪▪▪▪▪ ▪▪▪ ▪▪▪▪ ▪▪▪▪ ▪▪▪▪▪ ▪▪▪ ▪▪▪▪ ▪▪▪ ▪▪▪▪▪ ▪▪▪ ▪▪▪▪ ▪▪▪▪▪▪ ▪▪ ▪▪▪▪ ▪▪▪▪▪ ▪▪▪ ▪▪▪▪ ▪▪▪▪ ▪▪▪▪▪ ▪▪▪ ▪▪▪▪ ▪▪▪ ▪▪▪▪▪ ▪▪▪ ▪▪▪▪ ▪▪▪▪▪▪ ▪▪ ▪▪▪▪ ▪▪▪▪▪ ▪▪▪ ▪▪▪▪ ▪▪▪▪ ▪▪▪▪▪ ▪▪▪ ▪▪▪▪ ▪▪▪ ▪▪▪▪▪ ▪▪▪ ▪▪▪▪ ▪▪▪▪▪▪ ▪▪ ▪▪▪▪ ▪▪▪▪▪ ▪▪▪ ▪▪▪▪ ▪▪▪▪ ▪▪▪▪▪ ▪▪▪ bbox=[293, 604, 369, 634]
notice-column-3 bbox=[203, 78, 285, 1133]
notice-paragraph: ▪▪▪▪ ▪▪▪ ▪▪▪▪▪ ▪▪▪ ▪▪▪▪ ▪▪▪▪▪▪ ▪▪ ▪▪▪▪ ▪▪▪▪▪ ▪▪▪ ▪▪▪▪ ▪▪▪▪ ▪▪▪▪▪ ▪▪▪ ▪▪▪▪ ▪▪▪ ▪▪▪▪▪ ▪▪▪ ▪▪▪▪ ▪▪▪▪▪▪ ▪▪ ▪▪▪▪ ▪▪▪▪▪ ▪▪▪ ▪▪▪▪ ▪▪▪▪ ▪▪▪▪▪ ▪▪▪ ▪▪▪▪ ▪▪▪ ▪▪▪▪▪ ▪▪▪ ▪▪▪▪ ▪▪▪▪▪▪ ▪▪ ▪▪▪▪ ▪▪▪▪▪ ▪▪▪ ▪▪▪▪ ▪▪▪▪ ▪▪▪▪▪ ▪▪▪ ▪▪▪▪ ▪▪▪ ▪▪▪▪▪ ▪▪▪ ▪▪▪▪ ▪▪▪▪▪▪ ▪▪ ▪▪▪▪ ▪▪▪▪▪ ▪▪▪ ▪▪▪▪ ▪▪▪▪ ▪▪▪▪▪ ▪▪▪ ▪▪▪▪ ▪▪▪ ▪▪▪▪▪ ▪▪▪ ▪▪▪▪ ▪▪▪▪▪▪ ▪▪ ▪▪▪▪ ▪▪▪▪▪ ▪▪▪ ▪▪▪▪ ▪▪▪▪ ▪▪▪▪▪ ▪▪▪ ▪▪▪▪ ▪▪▪ ▪▪▪▪▪ ▪▪▪ ▪▪▪▪ ▪▪▪▪▪▪ ▪▪ ▪▪▪▪ ▪▪▪▪▪ ▪▪▪ ▪▪▪▪ ▪▪▪▪ ▪▪▪▪▪ ▪▪▪ bbox=[100, 829, 176, 868]
column-heading-3: 5/8 中缝 bbox=[213, 47, 271, 63]
notice-paragraph: ▪▪▪▪ ▪▪▪ ▪▪▪▪▪ ▪▪▪ ▪▪▪▪ ▪▪▪▪▪▪ ▪▪ ▪▪▪▪ ▪▪▪▪▪ ▪▪▪ ▪▪▪▪ ▪▪▪▪ ▪▪▪▪▪ ▪▪▪ ▪▪▪▪ ▪▪▪ ▪▪▪▪▪ ▪▪▪ ▪▪▪▪ ▪▪▪▪▪▪ ▪▪ ▪▪▪▪ ▪▪▪▪▪ ▪▪▪ ▪▪▪▪ ▪▪▪▪ ▪▪▪▪▪ ▪▪▪ ▪▪▪▪ ▪▪▪ ▪▪▪▪▪ ▪▪▪ ▪▪▪▪ ▪▪▪▪▪▪ ▪▪ ▪▪▪▪ ▪▪▪▪▪ ▪▪▪ ▪▪▪▪ ▪▪▪▪ ▪▪▪▪▪ ▪▪▪ ▪▪▪▪ ▪▪▪ ▪▪▪▪▪ ▪▪▪ ▪▪▪▪ ▪▪▪▪▪▪ ▪▪ ▪▪▪▪ ▪▪▪▪▪ ▪▪▪ ▪▪▪▪ ▪▪▪▪ ▪▪▪▪▪ ▪▪▪ bbox=[293, 93, 369, 119]
notice-paragraph: ▪▪▪▪ ▪▪▪ ▪▪▪▪▪ ▪▪▪ ▪▪▪▪ ▪▪▪▪▪▪ ▪▪ ▪▪▪▪ ▪▪▪▪▪ ▪▪▪ ▪▪▪▪ ▪▪▪▪ ▪▪▪▪▪ ▪▪▪ ▪▪▪▪ ▪▪▪ ▪▪▪▪▪ ▪▪▪ ▪▪▪▪ ▪▪▪▪▪▪ ▪▪ ▪▪▪▪ ▪▪▪▪▪ ▪▪▪ ▪▪▪▪ ▪▪▪▪ ▪▪▪▪▪ ▪▪▪ ▪▪▪▪ ▪▪▪ ▪▪▪▪▪ ▪ bbox=[206, 1120, 282, 1132]
notice-paragraph: ▪▪▪▪ ▪▪▪ ▪▪▪▪▪ ▪▪▪ ▪▪▪▪ ▪▪▪▪▪▪ ▪▪ ▪▪▪▪ ▪▪▪▪▪ ▪▪▪ ▪▪▪▪ ▪▪▪▪ ▪▪▪▪▪ ▪▪▪ ▪▪▪▪ ▪▪▪ ▪▪▪▪▪ ▪▪▪ ▪▪▪▪ ▪▪▪▪▪▪ ▪▪ ▪▪▪▪ ▪▪▪▪▪ ▪▪▪ ▪▪▪▪ ▪▪▪▪ ▪▪▪▪▪ ▪▪▪ ▪▪▪▪ ▪▪▪ ▪▪▪▪▪ ▪▪▪ ▪▪▪▪ ▪▪▪▪▪▪ ▪▪ ▪▪▪▪ ▪▪▪▪▪ ▪▪▪ ▪▪▪▪ ▪▪▪▪ ▪▪▪▪▪ ▪▪▪ ▪▪▪▪ ▪▪▪ ▪▪▪▪▪ ▪▪▪ ▪▪▪▪ ▪▪▪▪▪▪ ▪▪ ▪▪▪▪ ▪▪▪▪▪ ▪▪▪ ▪▪▪▪ ▪▪▪▪ ▪▪▪▪▪ ▪▪▪ ▪▪▪▪ ▪▪▪ ▪▪▪▪▪ ▪▪▪ ▪▪▪▪ ▪▪▪▪▪▪ ▪▪ ▪▪▪▪ ▪▪▪▪▪ ▪▪▪ ▪▪▪▪ ▪▪▪▪ ▪▪▪▪▪ ▪▪▪ bbox=[100, 992, 176, 1022]
column-header: 公告专栏 bbox=[204, 79, 284, 92]
notice-paragraph: ▪▪▪▪ ▪▪▪ ▪▪▪▪▪ ▪▪▪ ▪▪▪▪ ▪▪▪▪▪▪ ▪▪ ▪▪▪▪ ▪▪▪▪▪ ▪▪▪ ▪▪▪▪ ▪▪▪▪ ▪▪▪▪▪ ▪▪▪ ▪▪▪▪ ▪▪▪ ▪▪▪▪▪ ▪▪▪ ▪▪▪▪ ▪▪▪▪▪▪ ▪▪ ▪▪▪▪ ▪▪▪▪▪ ▪▪▪ ▪▪▪▪ ▪▪▪▪ ▪▪▪▪▪ ▪▪▪ ▪▪▪▪ ▪▪▪ ▪▪▪▪▪ ▪▪▪ ▪▪▪▪ ▪▪▪▪▪▪ ▪▪ ▪▪▪▪ ▪▪▪▪▪ ▪▪▪ ▪▪▪▪ ▪▪▪▪ ▪▪▪▪▪ ▪▪▪ ▪▪▪▪ ▪▪▪ ▪▪▪▪▪ ▪▪▪ ▪▪▪▪ ▪▪▪▪▪▪ ▪▪ ▪▪▪▪ ▪▪▪▪▪ ▪▪▪ ▪▪▪▪ ▪▪▪▪ ▪▪▪▪▪ ▪▪▪ ▪▪▪▪ ▪▪▪ ▪▪▪▪▪ ▪▪▪ ▪▪▪▪ ▪▪▪▪▪▪ ▪▪ ▪▪▪▪ ▪▪▪▪▪ ▪▪▪ ▪▪▪▪ ▪▪▪▪ ▪▪▪▪▪ ▪▪▪ ▪▪▪▪ ▪▪▪ ▪▪▪▪▪ ▪▪▪ ▪▪▪▪ ▪▪▪▪▪▪ ▪▪ ▪▪▪▪ ▪▪▪▪▪ ▪▪▪ ▪▪▪▪ ▪▪▪▪ ▪▪▪▪▪ ▪▪▪ bbox=[206, 441, 282, 480]
notice-paragraph: ▪▪▪▪ ▪▪▪ ▪▪▪▪▪ ▪▪▪ ▪▪▪▪ ▪▪▪▪▪▪ ▪▪ ▪▪▪▪ ▪▪▪▪▪ ▪▪▪ ▪▪▪▪ ▪▪▪▪ ▪▪▪▪▪ ▪▪▪ ▪▪▪▪ ▪▪▪ ▪▪▪▪▪ ▪▪▪ ▪▪▪▪ ▪▪▪▪▪▪ ▪▪ ▪▪▪▪ ▪▪▪▪▪ ▪▪▪ ▪▪▪▪ ▪▪▪▪ ▪▪▪▪▪ ▪▪▪ ▪▪▪▪ ▪▪▪ ▪▪▪▪▪ ▪▪▪ ▪▪▪▪ ▪▪▪▪▪▪ ▪▪ ▪▪▪▪ ▪▪▪▪▪ ▪▪▪ ▪▪▪▪ ▪▪▪▪ ▪▪▪▪▪ ▪▪▪ ▪▪▪▪ ▪▪▪ ▪▪▪▪▪ ▪▪▪ ▪▪▪▪ ▪▪▪▪▪▪ ▪▪ ▪▪▪▪ ▪▪▪▪▪ ▪▪▪ ▪▪▪▪ ▪▪▪▪ ▪▪▪▪▪ ▪▪▪ bbox=[100, 674, 176, 700]
notice-paragraph: ▪▪▪▪ ▪▪▪ ▪▪▪▪▪ ▪▪▪ ▪▪▪▪ ▪▪▪▪▪▪ ▪▪ ▪▪▪▪ ▪▪▪▪▪ ▪▪▪ ▪▪▪▪ ▪▪▪▪ ▪▪▪▪▪ ▪▪▪ ▪▪▪▪ ▪▪▪ ▪▪▪▪▪ ▪▪▪ ▪▪▪▪ ▪▪▪▪▪▪ ▪▪ ▪▪▪▪ ▪▪▪▪▪ ▪▪▪ ▪▪▪▪ ▪▪▪▪ ▪▪▪▪▪ ▪▪▪ ▪▪▪▪ ▪▪▪ ▪▪▪▪▪ ▪▪▪ ▪▪▪▪ ▪▪▪▪▪▪ ▪▪ ▪▪▪▪ ▪▪▪▪▪ ▪▪▪ ▪▪▪▪ ▪▪▪▪ ▪▪▪▪▪ ▪▪▪ ▪▪▪▪ ▪▪▪ ▪▪▪▪▪ ▪▪▪ ▪▪▪▪ ▪▪▪▪▪▪ ▪▪ ▪▪▪▪ ▪▪▪▪▪ ▪▪▪ ▪▪▪▪ ▪▪▪▪ ▪▪▪▪▪ ▪▪▪ ▪▪▪▪ ▪▪▪ ▪▪▪▪▪ ▪▪▪ ▪▪▪▪ ▪▪▪▪▪▪ ▪▪ ▪▪▪▪ ▪▪▪▪▪ ▪▪▪ ▪▪▪▪ ▪▪▪▪ ▪▪▪▪▪ ▪▪▪ bbox=[206, 992, 282, 1022]
column-header: 公告专栏 bbox=[98, 79, 178, 92]
notice-paragraph: ▪▪▪▪ ▪▪▪ ▪▪▪▪▪ ▪▪▪ ▪▪▪▪ ▪▪▪▪▪▪ ▪▪ ▪▪▪▪ ▪▪▪▪▪ ▪▪▪ ▪▪▪▪ ▪▪▪▪ ▪▪▪▪▪ ▪▪▪ ▪▪▪▪ ▪▪▪ ▪▪▪▪▪ ▪▪▪ ▪▪▪▪ ▪▪▪▪▪▪ ▪▪ ▪▪▪▪ ▪▪▪▪▪ ▪▪▪ ▪▪▪▪ ▪▪▪▪ ▪▪▪▪▪ ▪▪▪ ▪▪▪▪ ▪▪▪ ▪▪▪▪▪ ▪▪▪ ▪▪▪▪ ▪▪▪▪▪▪ ▪▪ ▪▪▪▪ ▪▪▪▪▪ ▪▪▪ ▪▪▪▪ ▪▪▪▪ ▪▪▪▪▪ ▪▪▪ ▪▪▪▪ ▪▪▪ ▪▪▪▪▪ ▪▪▪ ▪▪▪▪ ▪▪▪▪▪▪ ▪▪ ▪▪▪▪ ▪▪▪▪▪ ▪▪▪ ▪▪▪▪ ▪▪▪▪ ▪▪▪▪▪ ▪▪▪ bbox=[206, 480, 282, 506]
notice-paragraph: ▪▪▪▪ ▪▪▪ ▪▪▪▪▪ ▪▪▪ ▪▪▪▪ ▪▪▪▪▪▪ ▪▪ ▪▪▪▪ ▪▪▪▪▪ ▪▪▪ ▪▪▪▪ ▪▪▪▪ ▪▪▪▪▪ ▪▪▪ ▪▪▪▪ ▪▪▪ ▪▪▪▪▪ ▪▪▪ ▪▪▪▪ ▪▪▪▪▪▪ ▪▪ ▪▪▪▪ ▪▪▪▪▪ ▪▪▪ ▪▪▪▪ ▪▪▪▪ ▪▪▪▪▪ ▪▪▪ ▪▪▪▪ ▪▪▪ ▪▪▪▪▪ ▪▪▪ ▪▪▪▪ ▪▪▪▪▪▪ ▪▪ ▪▪▪▪ ▪▪▪▪▪ ▪▪▪ ▪▪▪▪ ▪▪▪▪ ▪▪▪▪▪ ▪▪▪ ▪▪▪▪ ▪▪▪ ▪▪▪▪▪ ▪▪▪ ▪▪▪▪ ▪▪▪▪▪▪ ▪▪ ▪▪▪▪ ▪▪▪▪▪ ▪▪▪ ▪▪▪▪ ▪▪▪▪ ▪▪▪▪▪ ▪▪▪ ▪▪▪▪ ▪▪▪ ▪▪▪▪▪ ▪▪▪ ▪▪▪▪ ▪▪▪▪▪▪ ▪▪ ▪▪▪▪ ▪▪▪▪▪ ▪▪▪ ▪▪▪▪ ▪▪▪▪ ▪▪▪▪▪ ▪▪▪ ▪▪▪▪ ▪▪▪ ▪▪▪▪▪ ▪▪▪ ▪▪▪▪ ▪▪▪▪▪▪ ▪▪ ▪▪▪▪ ▪▪▪▪▪ ▪▪▪ ▪▪▪▪ ▪▪▪▪ ▪▪▪▪▪ ▪▪▪ bbox=[206, 247, 282, 286]
notice-paragraph: ▪▪▪▪ ▪▪▪ ▪▪▪▪▪ ▪▪▪ ▪▪▪▪ ▪▪▪▪▪▪ ▪▪ ▪▪▪▪ ▪▪▪▪▪ ▪▪▪ ▪▪▪▪ ▪▪▪▪ ▪▪▪▪▪ ▪▪▪ ▪▪▪▪ ▪▪▪ ▪▪▪▪▪ ▪▪▪ ▪▪▪▪ ▪▪▪▪▪▪ ▪▪ ▪▪▪▪ ▪▪▪▪▪ ▪▪▪ ▪▪▪▪ ▪▪▪▪ ▪▪▪▪▪ ▪▪▪ ▪▪▪▪ ▪▪▪ ▪▪▪▪▪ ▪▪▪ ▪▪▪▪ ▪▪▪▪▪▪ ▪▪ ▪▪▪▪ ▪▪▪▪▪ ▪▪▪ ▪▪▪▪ ▪▪▪▪ ▪▪▪▪▪ ▪▪▪ ▪▪▪▪ ▪▪▪ ▪▪▪▪▪ ▪▪▪ ▪▪▪▪ ▪▪▪▪▪▪ ▪▪ ▪▪▪▪ ▪▪▪▪▪ ▪▪▪ ▪▪▪▪ ▪▪▪▪ ▪▪▪▪▪ ▪▪▪ bbox=[206, 965, 282, 991]
notice-paragraph: ▪▪▪▪ ▪▪▪ ▪▪▪▪▪ ▪▪▪ ▪▪▪▪ ▪▪▪▪▪▪ ▪▪ ▪▪▪▪ ▪▪▪▪▪ ▪▪▪ ▪▪▪▪ ▪▪▪▪ ▪▪▪▪▪ ▪▪▪ ▪▪▪▪ ▪▪▪ ▪▪▪▪▪ ▪▪▪ ▪▪▪▪ ▪▪▪▪▪▪ ▪▪ ▪▪▪▪ ▪▪▪▪▪ ▪▪▪ ▪▪▪▪ ▪▪▪▪ ▪▪▪▪▪ ▪▪▪ ▪▪▪▪ ▪▪▪ ▪▪▪▪▪ ▪▪▪ ▪▪▪▪ ▪▪▪▪▪▪ ▪▪ ▪▪▪▪ ▪▪▪▪▪ ▪▪▪ ▪▪▪▪ ▪▪▪▪ ▪▪▪▪▪ ▪▪▪ ▪▪▪▪ ▪▪▪ ▪▪▪▪▪ ▪▪▪ ▪▪▪▪ ▪▪▪▪▪▪ ▪▪ ▪▪▪▪ ▪▪▪▪▪ ▪▪▪ ▪▪▪▪ ▪▪▪▪ ▪▪▪▪▪ ▪▪▪ ▪▪▪▪ ▪▪▪ ▪▪▪▪▪ ▪▪▪ ▪▪▪▪ ▪▪▪▪▪▪ ▪▪ ▪▪▪▪ ▪▪▪▪▪ ▪▪▪ ▪▪▪▪ ▪▪▪▪ ▪▪▪▪▪ ▪▪▪ ▪▪▪▪ ▪▪▪ ▪▪▪▪▪ ▪▪▪ ▪▪▪▪ ▪▪▪▪▪▪ ▪▪ ▪▪▪▪ ▪▪▪▪▪ ▪▪▪ ▪▪▪▪ ▪▪▪▪ ▪▪▪▪▪ ▪▪▪ bbox=[13, 441, 89, 480]
notice-paragraph: ▪▪▪▪ ▪▪▪ ▪▪▪▪▪ ▪▪▪ ▪▪▪▪ ▪▪▪▪▪▪ ▪▪ ▪▪▪▪ ▪▪▪▪▪ ▪▪▪ ▪▪▪▪ ▪▪▪▪ ▪▪▪▪▪ ▪▪▪ ▪▪▪▪ ▪▪▪ ▪▪▪▪▪ ▪▪▪ ▪▪▪▪ ▪▪▪▪▪▪ ▪▪ ▪▪▪▪ ▪▪▪▪▪ ▪▪▪ ▪▪▪▪ ▪▪▪▪ ▪▪▪▪▪ ▪▪▪ ▪▪▪▪ ▪▪▪ ▪▪▪▪▪ ▪▪▪ ▪▪▪▪ ▪▪▪▪▪▪ ▪▪ ▪▪▪▪ ▪▪▪▪▪ ▪▪▪ ▪▪▪▪ ▪▪▪▪ ▪▪▪▪▪ ▪▪▪ ▪▪▪▪ ▪▪▪ ▪▪▪▪▪ ▪▪▪ ▪▪▪▪ ▪▪▪▪▪▪ ▪▪ ▪▪▪▪ ▪▪▪▪▪ ▪▪▪ ▪▪▪▪ ▪▪▪▪ ▪▪▪▪▪ ▪▪▪ ▪▪▪▪ ▪▪▪ ▪▪▪▪▪ ▪▪▪ ▪▪▪▪ ▪▪▪▪▪▪ ▪▪ ▪▪▪▪ ▪▪▪▪▪ ▪▪▪ ▪▪▪▪ ▪▪▪▪ ▪▪▪▪▪ ▪▪▪ bbox=[206, 216, 282, 246]
notice-paragraph: ▪▪▪▪ ▪▪▪ ▪▪▪▪▪ ▪▪▪ ▪▪▪▪ ▪▪▪▪▪▪ ▪▪ ▪▪▪▪ ▪▪▪▪▪ ▪▪▪ ▪▪▪▪ ▪▪▪▪ ▪▪▪▪▪ ▪▪▪ ▪▪▪▪ ▪▪▪ ▪▪▪▪▪ ▪▪▪ ▪▪▪▪ ▪▪▪▪▪▪ ▪▪ ▪▪▪▪ ▪▪▪▪▪ ▪▪▪ ▪▪▪▪ ▪▪▪▪ ▪▪▪▪▪ ▪▪▪ ▪▪▪▪ ▪▪▪ ▪▪▪▪▪ ▪▪▪ ▪▪▪▪ ▪▪▪▪▪▪ ▪▪ ▪▪▪▪ ▪▪▪▪▪ ▪▪▪ ▪▪▪▪ ▪▪▪▪ ▪▪▪▪▪ ▪▪▪ ▪▪▪▪ ▪▪▪ ▪▪▪▪▪ ▪▪▪ ▪▪▪▪ ▪▪▪▪▪▪ ▪▪ ▪▪▪▪ ▪▪▪▪▪ ▪▪▪ ▪▪▪▪ ▪▪▪▪ ▪▪▪▪▪ ▪▪▪ ▪▪▪▪ ▪▪▪ ▪▪▪▪▪ ▪▪▪ ▪▪▪▪ ▪▪▪▪▪▪ ▪▪ ▪▪▪▪ ▪▪▪▪▪ ▪▪▪ ▪▪▪▪ ▪▪▪▪ ▪▪▪▪▪ ▪▪▪ bbox=[100, 119, 176, 149]
